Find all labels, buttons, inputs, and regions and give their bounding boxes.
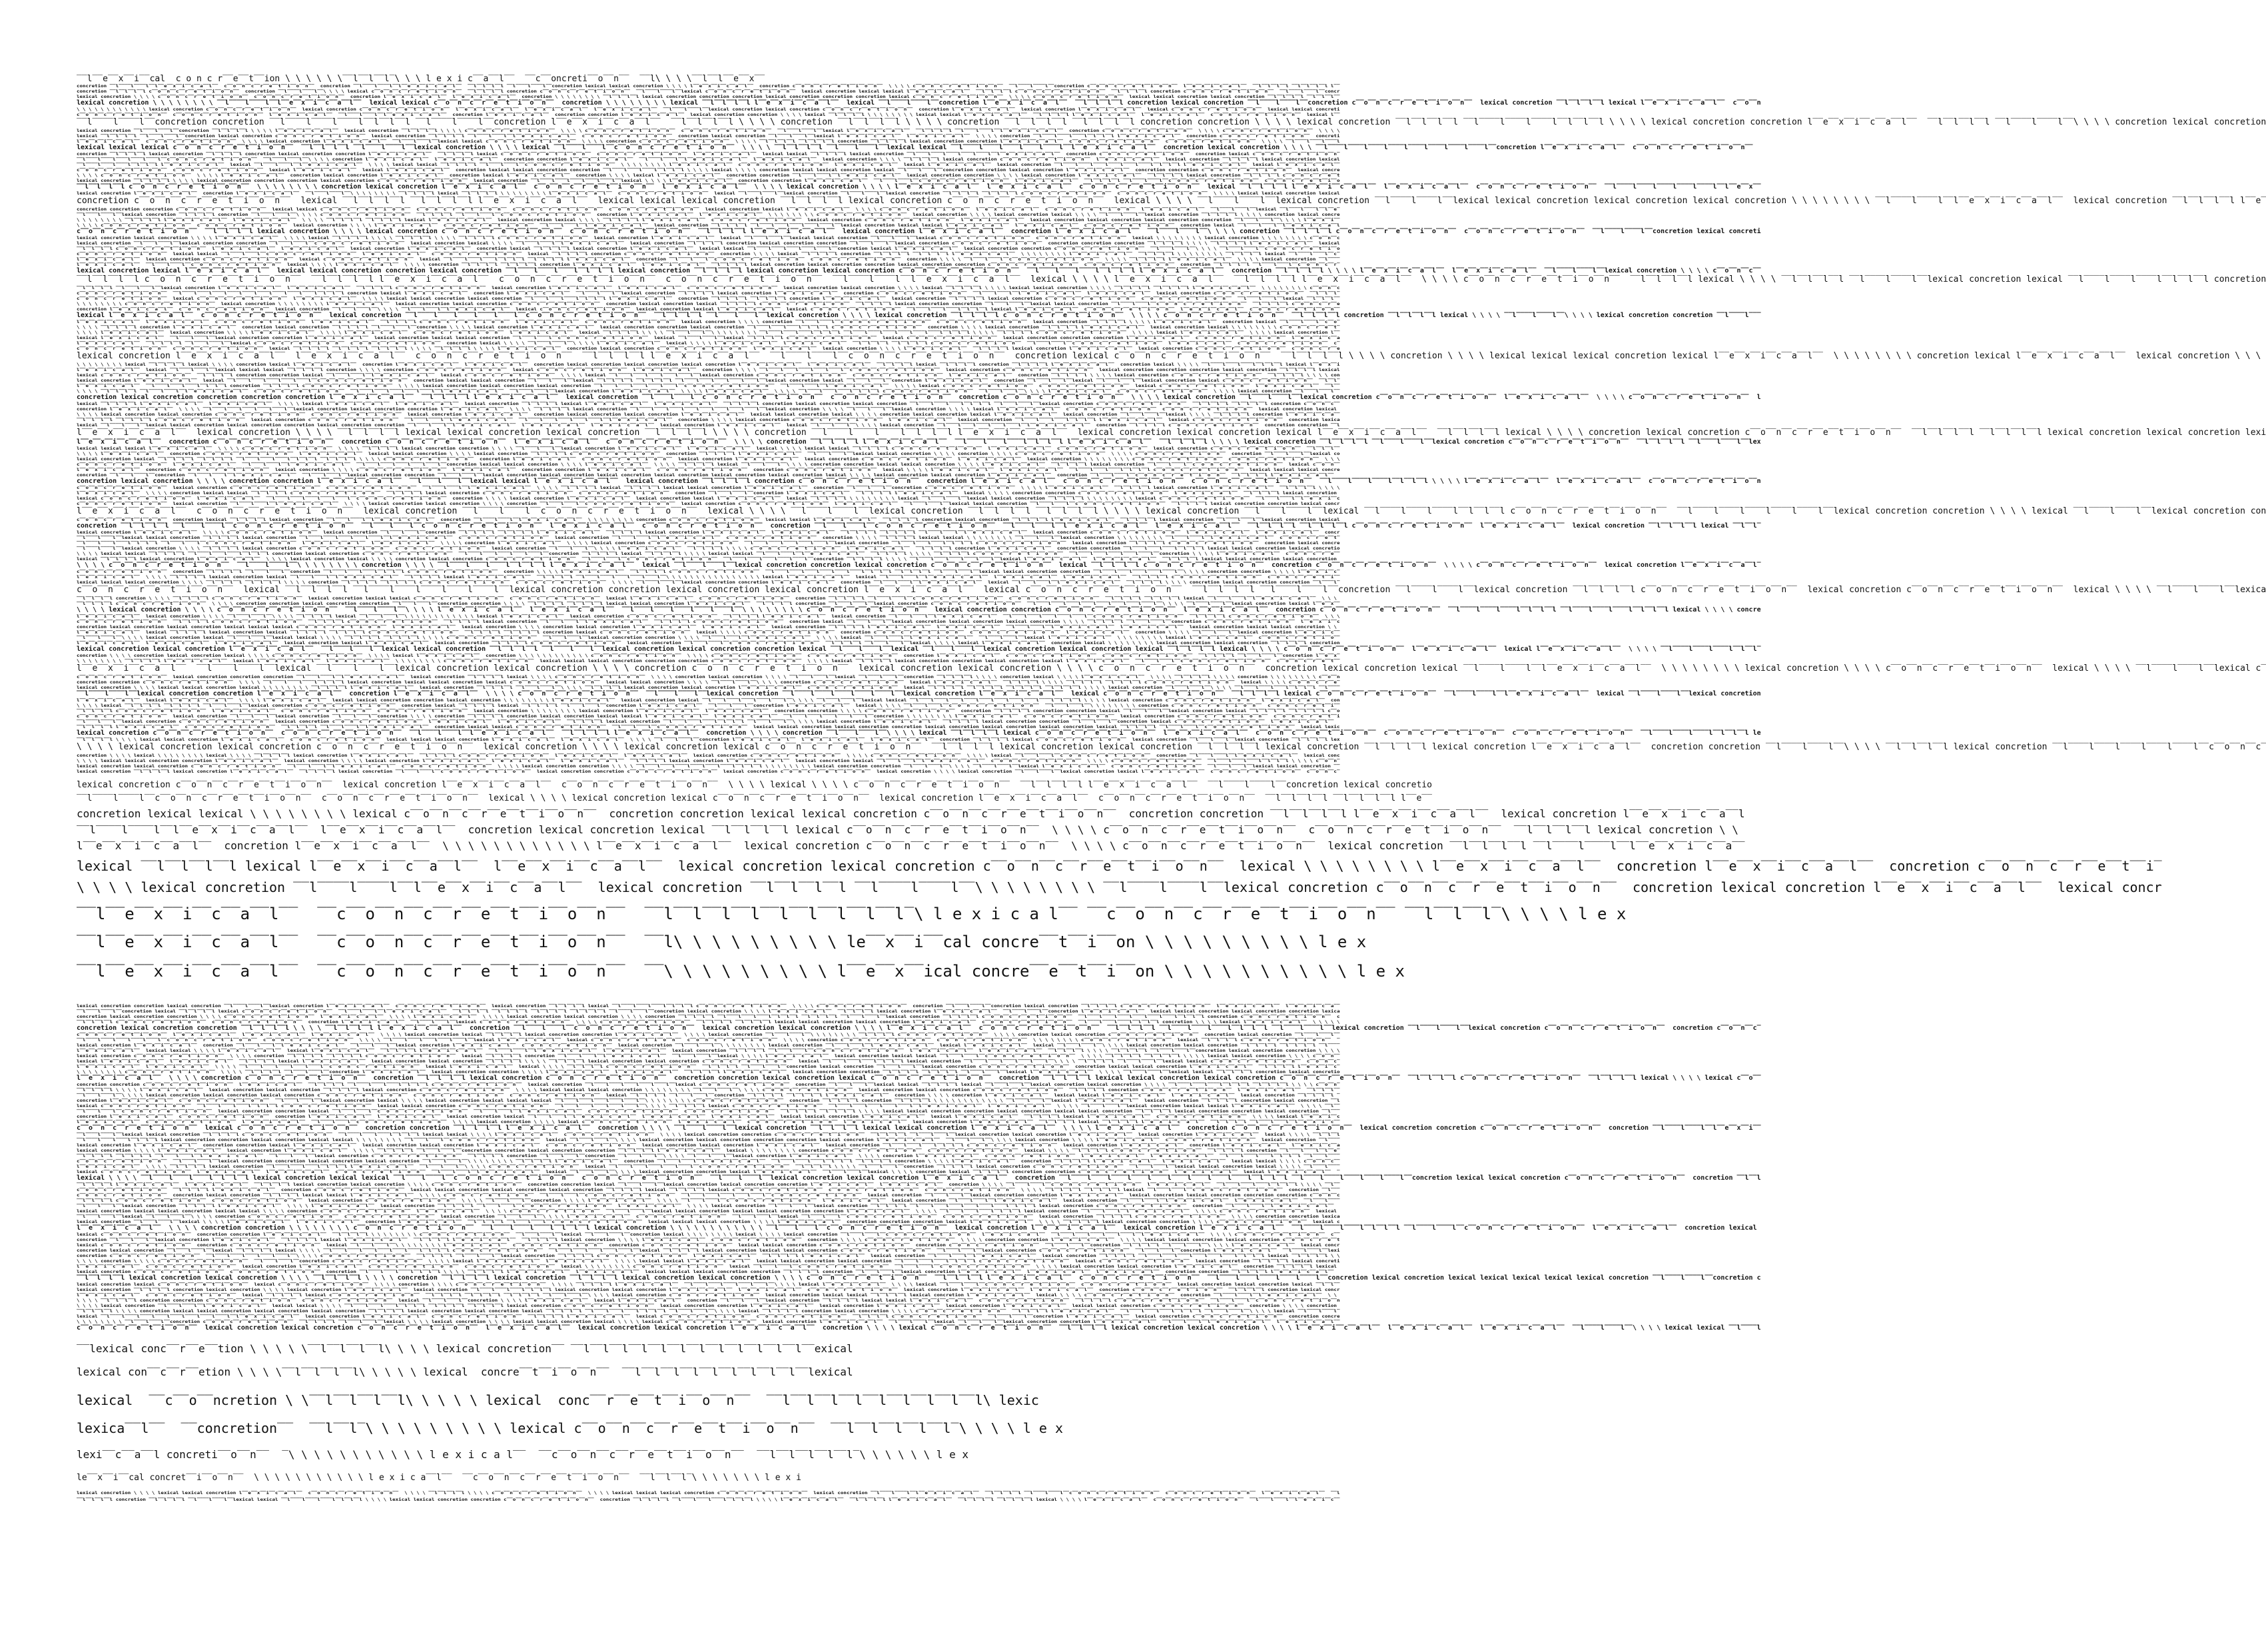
texture-row-lower: \ \ \ \ \ \ \ \ ‾‾l‾‾‾‾l‾‾‾‾l‾‾concretion c‾‾o‾‾n‾‾c‾‾r‾‾e‾‾t‾‾i‾‾o‾‾n‾‾ ‾‾l‾‾l‾‾l‾‾l ‾‾l‾‾‾‾l‾‾‾‾l‾‾lexical \ \ \ \ lexical concretion \ \ \ \ lexical lexical concretion lexical \ \ \ \ lexical c‾‾o‾‾n‾‾c‾‾r‾‾e‾‾t‾‾i‾‾o‾‾n‾‾ lexical concretion l‾‾e‾‾x‾‾i‾‾c‾‾a‾‾l‾‾ ‾‾l‾‾‾‾l‾‾‾‾l‾‾lexical ‾‾l‾‾‾‾l‾‾‾‾l‾‾lexical concretion concretion l‾‾e‾‾x‾‾i‾‾c‾‾a‾‾l‾‾ ‾‾l‾‾‾‾l‾‾‾‾l‾‾l‾‾e‾‾x‾‾i‾‾c‾‾a‾‾l‾‾ l‾‾e‾‾x‾‾i‾‾c‾‾a‾‾l‾‾ [77, 1319, 1340, 1324]
texture-row-lower: l‾‾e‾‾x‾‾i‾‾c‾‾a‾‾l‾‾ lexical lexical \ \ \ \ l‾‾e‾‾x‾‾i‾‾c‾‾a‾‾l‾‾ lexical l‾‾e‾‾x‾‾i‾‾c‾‾a‾‾l‾‾ ‾‾l‾‾l‾‾l‾‾l l‾‾e‾‾x‾‾i‾‾c‾‾a‾‾l‾‾ ‾‾l‾‾‾‾l‾‾‾‾l‾‾l‾‾e‾‾x‾‾i‾‾c‾‾a‾‾l‾‾ l‾‾e‾‾x‾‾i‾‾c‾‾a‾‾l‾‾ lexical concretion ‾‾l‾‾l‾‾l‾‾l ‾‾l‾‾‾‾l‾‾‾‾l‾‾c‾‾o‾‾n‾‾c‾‾r‾‾e‾‾t‾‾i‾‾o‾‾n‾‾ l‾‾e‾‾x‾‾i‾‾c‾‾a‾‾l‾‾ l‾‾e‾‾x‾‾i‾‾c‾‾a‾‾l‾‾ ‾‾l‾‾l‾‾l‾‾l \ \ \ \ ‾‾l‾‾l‾‾l‾‾l ‾‾l‾‾‾‾l‾‾‾‾l‾‾concretion lexical concretion concretion \ \ \ \ [77, 1048, 1340, 1053]
texture-row-lower: lexical c‾‾o‾‾n‾‾c‾‾r‾‾e‾‾t‾‾i‾‾o‾‾n‾‾ concretion concretion l‾‾e‾‾x‾‾i‾‾c‾‾a‾‾l‾‾ ‾‾l‾‾l‾‾l‾‾l \ \ \ \ \ \ \ \ c‾‾o‾‾n‾‾c‾‾r‾‾e‾‾t‾‾i‾‾o‾‾n‾‾ ‾‾l‾‾‾‾l‾‾‾‾l‾‾lexical ‾‾l‾‾‾‾l‾‾‾‾l‾‾concretion lexical \ \ \ \ \ \ \ \ lexical \ \ \ \ lexical concretion ‾‾l‾‾‾‾l‾‾‾‾l‾‾c‾‾o‾‾n‾‾c‾‾r‾‾e‾‾t‾‾i‾‾o‾‾n‾‾ l‾‾e‾‾x‾‾i‾‾c‾‾a‾‾l‾‾ ‾‾l‾‾‾‾l‾‾‾‾l‾‾‾‾l‾‾‾‾l‾‾‾‾l‾‾l‾‾e‾‾x‾‾i‾‾c‾‾a‾‾l‾‾ \ \ \ \ c‾‾o‾‾n‾‾c‾‾r‾‾e‾‾t‾‾i‾‾o‾‾n‾‾ c‾‾ [77, 1232, 1340, 1237]
texture-row: \ \ \ \ ‾‾l‾‾l‾‾l‾‾l concretion l‾‾e‾‾x‾‾i‾‾c‾‾a‾‾l‾‾ concretion lexical concretion ‾‾l‾‾l‾‾l‾‾l ‾‾l‾‾‾‾l‾‾‾‾l‾‾concretion \ \ \ \ lexical concretion l‾‾e‾‾x‾‾i‾‾c‾‾a‾‾l‾‾ lexical concretion concretion lexical concretion ‾‾l‾‾‾‾l‾‾‾‾l‾‾‾‾l‾‾l‾‾l‾‾l c‾‾o‾‾n‾‾c‾‾r‾‾e‾‾t‾‾i‾‾o‾‾n‾‾ concretion \ \ \ \ lexical concretion ‾‾l‾‾l‾‾l‾‾l l‾‾e‾‾x‾‾i‾‾c‾‾a‾‾l‾‾ lexical concretion lexical \ \ \ \ \ \ \ \ c‾‾o‾‾n‾‾c‾‾r‾‾e‾‾t‾ [77, 324, 1340, 330]
texture-row: concretion lexical concretion \ \ \ \ concretion concretion l‾‾e‾‾x‾‾i‾‾c‾‾a‾‾l‾‾ ‾‾l‾‾‾‾l‾‾‾‾l‾‾lexical lexical l‾‾e‾‾x‾‾i‾‾c‾‾a‾‾l‾‾ lexical concretion ‾‾l‾‾l‾‾l‾‾l concretion c‾‾o‾‾n‾‾c‾‾r‾‾e‾‾t‾‾i‾‾o‾‾n‾‾ concretion l‾‾e‾‾x‾‾i‾‾c‾‾a‾‾l‾‾ c‾‾o‾‾n‾‾c‾‾r‾‾e‾‾t‾‾i‾‾o‾‾n‾‾ c‾‾o‾‾n‾‾c‾‾r‾‾e‾‾t‾‾i‾‾o‾‾n‾‾ ‾‾l‾‾‾‾l‾‾‾‾l‾‾‾‾l‾‾l‾‾l‾‾l \ \ \ \ l‾‾e‾‾x‾‾i‾‾c‾‾a‾‾l‾‾ l‾‾e‾‾x‾‾i‾‾c‾‾a‾‾l‾‾ c‾‾o‾‾n‾‾c‾‾r‾‾e‾‾t‾‾i‾‾o‾‾n [77, 478, 1761, 485]
texture-row-lower: \ \ \ \ concretion \ \ \ \ c‾‾o‾‾n‾‾c‾‾r‾‾e‾‾t‾‾i‾‾o‾‾n‾‾ ‾‾l‾‾‾‾l‾‾‾‾l‾‾concretion c‾‾o‾‾n‾‾c‾‾r‾‾e‾‾t‾‾i‾‾o‾‾n‾‾ \ \ \ \ lexical l‾‾e‾‾x‾‾i‾‾c‾‾a‾‾l‾‾ l‾‾e‾‾x‾‾i‾‾c‾‾a‾‾l‾‾ \ \ \ \ lexical lexical l‾‾e‾‾x‾‾i‾‾c‾‾a‾‾l‾‾ lexical lexical concretion lexical concretion ‾‾l‾‾‾‾l‾‾‾‾l‾‾‾‾l‾‾l‾‾l‾‾l c‾‾o‾‾n‾‾c‾‾r‾‾e‾‾t‾‾i‾‾o‾‾n‾‾ lexical c‾‾o‾‾n‾‾c‾‾r‾‾e‾‾t‾‾i‾‾o‾‾n‾‾ lexical concretion ‾‾l‾‾l‾‾l‾‾l lexical concreti [77, 1258, 1340, 1264]
texture-row: lexical concretion c‾‾o‾‾n‾‾c‾‾r‾‾e‾‾t‾‾i‾‾o‾‾n‾‾ c‾‾o‾‾n‾‾c‾‾r‾‾e‾‾t‾‾i‾‾o‾‾n‾‾ ‾‾l‾‾‾‾l‾‾‾‾l‾‾l‾‾e‾‾x‾‾i‾‾c‾‾a‾‾l‾‾ ‾‾l‾‾l‾‾l‾‾l l‾‾e‾‾x‾‾i‾‾c‾‾a‾‾l‾‾ concretion \ \ \ \ concretion ‾‾l‾‾‾‾l‾‾‾‾l‾‾\ \ \ \ lexical ‾‾l‾‾l‾‾l‾‾l lexical c‾‾o‾‾n‾‾c‾‾r‾‾e‾‾t‾‾i‾‾o‾‾n‾‾ l‾‾e‾‾x‾‾i‾‾c‾‾a‾‾l‾‾ c‾‾o‾‾n‾‾c‾‾r‾‾e‾‾t‾‾i‾‾o‾‾n‾‾ c‾‾o‾‾n‾‾c‾‾r‾‾e‾‾t‾‾i‾‾o‾‾n‾‾ c‾‾o‾‾n‾‾c‾‾r‾‾e‾‾t‾‾i‾‾o‾‾n‾‾ ‾‾l‾‾‾‾l‾‾‾‾l‾‾‾‾l‾‾l‾‾l‾‾l le [77, 729, 1761, 737]
footer-line-5: lexi‾‾c‾‾a‾‾l concreti‾‾o‾‾n‾‾ ‾\ \ \ \ \ \ \ \ \ \ \ l e x i c a l‾‾ ‾‾c‾‾o‾‾n‾‾c‾‾r‾‾e‾‾t‾‾i‾‾o‾‾n‾‾ ‾‾l‾‾l‾‾l‾‾l‾‾l‾\ \ \ \ \ \ l e x [77, 1448, 968, 1461]
texture-row: ‾‾l‾‾‾‾l‾‾‾‾l‾‾concretion concretion ‾‾l‾‾‾‾l‾‾‾‾l‾‾‾‾l‾‾l‾‾l‾‾l ‾‾l‾‾‾‾l‾‾‾‾l‾‾concretion l‾‾e‾‾x‾‾i‾‾c‾‾a‾‾l‾‾ ‾‾l‾‾l‾‾l‾‾l \ \ \ \ concretion ‾‾l‾‾l‾‾l‾‾l \ \ \ \ concretion ‾‾l‾‾l‾‾l‾‾l ‾‾l‾‾l‾‾l‾‾l concretion concretion \ \ \ \ lexical concretion ‾‾l‾‾l‾‾l‾‾l ‾‾l‾‾‾‾l‾‾‾‾l‾‾‾‾l‾‾l‾‾l‾‾l \ \ \ \ lexical concretion concretion l‾‾e‾‾x‾‾i‾‾c‾‾a‾‾l‾‾ ‾‾l‾‾l‾‾l‾‾l ‾‾l‾‾‾‾l‾‾‾‾l‾‾\ \ \ \ concretion lexical concretion [77, 117, 2266, 127]
texture-row: lexical concretion lexical concretion \ \ \ \ l‾‾e‾‾x‾‾i‾‾c‾‾a‾‾l‾‾ \ \ \ \ lexical ‾‾l‾‾l‾‾l‾‾l \ \ \ \ ‾‾l‾‾l‾‾l‾‾l \ \ \ \ ‾‾l‾‾l‾‾l‾‾l c‾‾o‾‾n‾‾c‾‾r‾‾e‾‾t‾‾i‾‾o‾‾n‾‾ lexical concretion l‾‾e‾‾x‾‾i‾‾c‾‾a‾‾l‾‾ lexical ‾‾l‾‾‾‾l‾‾‾‾l‾‾lexical lexical concretion ‾‾l‾‾‾‾l‾‾‾‾l‾‾lexical c‾‾o‾‾n‾‾c‾‾r‾‾e‾‾t‾‾i‾‾o‾‾n‾‾ c‾‾o‾‾n‾‾c‾‾r‾‾e‾‾t‾‾i‾‾o‾‾n‾‾ lexical \ \ \ \ \ \ \ \ lexical concretion \ \ \ \ \ \ \ \ c‾‾o‾‾n‾‾c [77, 235, 1340, 240]
texture-row: c‾‾o‾‾n‾‾c‾‾r‾‾e‾‾t‾‾i‾‾o‾‾n‾‾ lexical concretion c‾‾o‾‾n‾‾c‾‾r‾‾e‾‾t‾‾i‾‾o‾‾n‾‾ c‾‾o‾‾n‾‾c‾‾r‾‾e‾‾t‾‾i‾‾o‾‾n‾‾ ‾‾l‾‾‾‾l‾‾‾‾l‾‾l‾‾e‾‾x‾‾i‾‾c‾‾a‾‾l‾‾ \ \ \ \ ‾‾l‾‾l‾‾l‾‾l lexical ‾‾l‾‾l‾‾l‾‾l lexical lexical concretion l‾‾e‾‾x‾‾i‾‾c‾‾a‾‾l‾‾ concretion ‾‾l‾‾‾‾l‾‾‾‾l‾‾concretion c‾‾o‾‾n‾‾c‾‾r‾‾e‾‾t‾‾i‾‾o‾‾n‾‾ \ \ \ \ l‾‾e‾‾x‾‾i‾‾c‾‾a‾‾l‾‾ ‾‾l‾‾l‾‾l‾‾l lexical concretion l‾‾e‾‾x‾‾i‾‾c‾‾a‾‾l‾‾ ‾‾l‾‾l‾‾l‾‾l \ \ \ \ [77, 485, 1340, 490]
texture-row: l‾‾e‾‾x‾‾i‾‾c‾‾a‾‾l‾‾ ‾‾l‾‾‾‾l‾‾‾‾l‾‾c‾‾o‾‾n‾‾c‾‾r‾‾e‾‾t‾‾i‾‾o‾‾n‾‾ lexical \ \ \ \ l‾‾e‾‾x‾‾i‾‾c‾‾a‾‾l‾‾ \ \ \ \ concretion ‾‾l‾‾l‾‾l‾‾l ‾‾l‾‾l‾‾l‾‾l concretion l‾‾e‾‾x‾‾i‾‾c‾‾a‾‾l‾‾ l‾‾e‾‾x‾‾i‾‾c‾‾a‾‾l‾‾ ‾‾l‾‾l‾‾l‾‾l lexical concretion lexical concretion concretion lexical concretion concretion c‾‾o‾‾n‾‾c‾‾r‾‾e‾‾t‾‾i‾‾o‾‾n‾‾ c‾‾o‾‾n‾‾c‾‾r‾‾e‾‾t‾‾i‾‾o‾‾n‾‾ concretion ‾‾l‾‾l‾‾l‾‾l ‾‾l‾‾‾‾l‾‾‾‾l‾‾c‾‾o‾‾n‾‾c‾‾r‾ [77, 262, 1340, 267]
texture-row: concretion ‾‾l‾‾‾‾l‾‾‾‾l‾‾concretion ‾‾l‾‾‾‾l‾‾‾‾l‾‾l‾‾e‾‾x‾‾i‾‾c‾‾a‾‾l‾‾ ‾‾l‾‾‾‾l‾‾‾‾l‾‾lexical concretion concretion ‾‾l‾‾‾‾l‾‾‾‾l‾‾lexical concretion lexical concretion lexical concretion lexical concretion lexical concretion lexical concretion lexical \ \ \ \ lexical concretion lexical concretion l‾‾e‾‾x‾‾i‾‾c‾‾a‾‾l‾‾ concretion ‾‾l‾‾‾‾l‾‾‾‾l‾‾c‾‾o‾‾n‾‾c‾‾r‾‾e‾‾t‾‾i‾‾o‾‾n‾‾ ‾‾l‾‾l‾‾l‾‾l l‾‾e‾‾x‾‾i‾‾c‾‾a‾‾l‾‾ [77, 472, 1340, 478]
texture-row: c‾‾o‾‾n‾‾c‾‾r‾‾e‾‾t‾‾i‾‾o‾‾n‾‾ lexical concretion ‾‾l‾‾‾‾l‾‾‾‾l‾‾l‾‾e‾‾x‾‾i‾‾c‾‾a‾‾l‾‾ \ \ \ \ lexical concretion lexical concretion \ \ \ \ concretion ‾‾l‾‾‾‾l‾‾‾‾l‾‾c‾‾o‾‾n‾‾c‾‾r‾‾e‾‾t‾‾i‾‾o‾‾n‾‾ lexical concretion c‾‾o‾‾n‾‾c‾‾r‾‾e‾‾t‾‾i‾‾o‾‾n‾‾ l‾‾e‾‾x‾‾i‾‾c‾‾a‾‾l‾‾ ‾‾l‾‾‾‾l‾‾‾‾l‾‾lexical lexical concretion ‾‾l‾‾‾‾l‾‾‾‾l‾‾c‾‾o‾‾n‾‾c‾‾r‾‾e‾‾t‾‾i‾‾o‾‾n‾‾ ‾‾l‾‾l‾‾l‾‾l lexical concretion concretion lexical concr [77, 501, 1340, 506]
texture-row-lower: c‾‾o‾‾n‾‾c‾‾r‾‾e‾‾t‾‾i‾‾o‾‾n‾‾ concretion lexical concretion ‾‾l‾‾l‾‾l‾‾l lexical lexical l‾‾e‾‾x‾‾i‾‾c‾‾a‾‾l‾‾ \ \ \ \ c‾‾o‾‾n‾‾c‾‾r‾‾e‾‾t‾‾i‾‾o‾‾n‾‾ ‾‾l‾‾‾‾l‾‾‾‾l‾‾c‾‾o‾‾n‾‾c‾‾r‾‾e‾‾t‾‾i‾‾o‾‾n‾‾ ‾‾l‾‾‾‾l‾‾‾‾l‾‾‾‾l‾‾‾‾l‾‾‾‾l‾‾c‾‾o‾‾n‾‾c‾‾r‾‾e‾‾t‾‾i‾‾o‾‾n‾‾ lexical concretion ‾‾l‾‾‾‾l‾‾‾‾l‾‾lexical concretion concretion l‾‾e‾‾x‾‾i‾‾c‾‾a‾‾l‾‾ lexical concretion lexical concretion concretion concretion c‾‾o‾‾n‾‾c [77, 1192, 1340, 1198]
texture-row: lexical concretion lexical l‾‾e‾‾x‾‾i‾‾c‾‾a‾‾l‾‾ lexical lexical concretion concretion lexical concretion ‾‾l‾‾‾‾l‾‾‾‾l‾‾‾‾l‾‾l‾‾l‾‾l lexical concretion ‾‾l‾‾l‾‾l‾‾l lexical concretion lexical concretion c‾‾o‾‾n‾‾c‾‾r‾‾e‾‾t‾‾i‾‾o‾‾n‾‾ ‾‾l‾‾‾‾l‾‾‾‾l‾‾‾‾l‾‾l‾‾l‾‾l l‾‾e‾‾x‾‾i‾‾c‾‾a‾‾l‾‾ concretion ‾‾l‾‾l‾‾l‾‾l \ \ \ \ l‾‾e‾‾x‾‾i‾‾c‾‾a‾‾l‾‾ l‾‾e‾‾x‾‾i‾‾c‾‾a‾‾l‾‾ ‾‾l‾‾‾‾l‾‾‾‾l‾‾lexical concretion \ \ \ \ c‾‾o‾‾n‾‾c‾‾ [77, 267, 1761, 274]
texture-row-lower: c‾‾o‾‾n‾‾c‾‾r‾‾e‾‾t‾‾i‾‾o‾‾n‾‾ lexical c‾‾o‾‾n‾‾c‾‾r‾‾e‾‾t‾‾i‾‾o‾‾n‾‾ concretion concretion ‾‾l‾‾l‾‾l‾‾l l‾‾e‾‾x‾‾i‾‾c‾‾a‾‾l‾‾ concretion \ \ \ \ ‾‾l‾‾‾‾l‾‾‾‾l‾‾lexical concretion ‾‾l‾‾l‾‾l‾‾l lexical lexical concretion l‾‾e‾‾x‾‾i‾‾c‾‾a‾‾l‾‾ \ \ \ \ l‾‾e‾‾x‾‾i‾‾c‾‾a‾‾l‾‾ concretion c‾‾o‾‾n‾‾c‾‾r‾‾e‾‾t‾‾i‾‾o‾‾n‾‾ lexical concretion concretion c‾‾o‾‾n‾‾c‾‾r‾‾e‾‾t‾‾i‾‾o‾‾n‾‾ concretion ‾‾l‾‾‾‾l‾‾‾‾l‾‾l‾‾e‾‾x‾‾i‾‾ [77, 1124, 1761, 1132]
texture-row: lexical concretion \ \ \ \ c‾‾o‾‾n‾‾c‾‾r‾‾e‾‾t‾‾i‾‾o‾‾n‾‾ c‾‾o‾‾n‾‾c‾‾r‾‾e‾‾t‾‾i‾‾o‾‾n‾‾ concretion l‾‾e‾‾x‾‾i‾‾c‾‾a‾‾l‾‾ l‾‾e‾‾x‾‾i‾‾c‾‾a‾‾l‾‾ concretion \ \ \ \ \ \ \ \ ‾‾l‾‾l‾‾l‾‾l lexical concretion concretion concretion lexical concretion concretion concretion lexical c‾‾o‾‾n‾‾c‾‾r‾‾e‾‾t‾‾i‾‾o‾‾n‾‾ \ \ \ \ c‾‾o‾‾n‾‾c‾‾r‾‾e‾‾t‾‾i‾‾o‾‾n‾‾ lexical lexical concretion lexical concretion ‾‾l‾‾l‾‾l‾‾l ‾‾l‾‾l‾‾l‾‾ [77, 94, 1340, 99]
transition-row: concretion lexical lexical \ \ \ \ \ \ \ \ lexical c‾‾o‾‾n‾‾c‾‾r‾‾e‾‾t‾‾i‾‾o‾‾n‾‾ concretion concretion lexical lexical concretion c‾‾o‾‾n‾‾c‾‾r‾‾e‾‾t‾‾i‾‾o‾‾n‾‾ concretion concretion ‾‾l‾‾l‾‾l‾‾l l‾‾e‾‾x‾‾i‾‾c‾‾a‾‾l‾‾ lexical concretion l‾‾e‾‾x‾‾i‾‾c‾‾a‾‾l [77, 807, 1745, 820]
texture-row: c‾‾o‾‾n‾‾c‾‾r‾‾e‾‾t‾‾i‾‾o‾‾n‾‾ c‾‾o‾‾n‾‾c‾‾r‾‾e‾‾t‾‾i‾‾o‾‾n‾‾ l‾‾e‾‾x‾‾i‾‾c‾‾a‾‾l‾‾ ‾‾l‾‾‾‾l‾‾‾‾l‾‾l‾‾e‾‾x‾‾i‾‾c‾‾a‾‾l‾‾ concretion l‾‾e‾‾x‾‾i‾‾c‾‾a‾‾l‾‾ concretion concretion l‾‾e‾‾x‾‾i‾‾c‾‾a‾‾l‾‾ lexical concretion concretion \ \ \ \ lexical ‾‾l‾‾l‾‾l‾‾l \ \ \ \ \ \ \ \ lexical lexical l‾‾e‾‾x‾‾i‾‾c‾‾a‾‾l‾‾ ‾‾l‾‾l‾‾l‾‾l l‾‾e‾‾x‾‾i‾‾c‾‾a‾‾l‾‾ l‾‾e‾‾x‾‾i‾‾c‾‾a‾‾l‾‾ c‾‾o‾‾n‾‾c‾‾r‾‾e‾‾t‾‾i‾‾o‾‾n‾‾ lexical l‾‾ [77, 112, 1340, 117]
texture-row-lower: c‾‾o‾‾n‾‾c‾‾r‾‾e‾‾t‾‾i‾‾o‾‾n‾‾ ‾‾l‾‾‾‾l‾‾‾‾l‾‾lexical concretion concretion lexical concretion lexical concretion ‾‾l‾‾‾‾l‾‾‾‾l‾‾\ \ \ \ \ \ \ \ ‾‾l‾‾l‾‾l‾‾l l‾‾e‾‾x‾‾i‾‾c‾‾a‾‾l‾‾ concretion ‾‾l‾‾‾‾l‾‾‾‾l‾‾l‾‾e‾‾x‾‾i‾‾c‾‾a‾‾l‾‾ ‾‾l‾‾‾‾l‾‾‾‾l‾‾‾‾l‾‾l‾‾l‾‾l ‾‾l‾‾l‾‾l‾‾l concretion \ \ \ \ l‾‾e‾‾x‾‾i‾‾c‾‾a‾‾l‾‾ concretion ‾‾l‾‾l‾‾l‾‾l l‾‾e‾‾x‾‾i‾‾c‾‾a‾‾l‾‾ l‾‾e‾‾x‾‾i‾‾c‾‾a‾‾l‾‾ lexical lexical \ \ \ \ c‾‾o‾‾n‾‾c‾‾ [77, 1158, 1340, 1164]
texture-row: lexical concretion lexical ‾‾l‾‾l‾‾l‾‾l ‾‾l‾‾l‾‾l‾‾l ‾‾l‾‾‾‾l‾‾‾‾l‾‾‾‾l‾‾l‾‾l‾‾l ‾‾l‾‾l‾‾l‾‾l \ \ \ \ c‾‾o‾‾n‾‾c‾‾r‾‾e‾‾t‾‾i‾‾o‾‾n‾‾ concretion l‾‾e‾‾x‾‾i‾‾c‾‾a‾‾l‾‾ c‾‾o‾‾n‾‾c‾‾r‾‾e‾‾t‾‾i‾‾o‾‾n‾‾ lexical concretion l‾‾e‾‾x‾‾i‾‾c‾‾a‾‾l‾‾ lexical concretion c‾‾o‾‾n‾‾c‾‾r‾‾e‾‾t‾‾i‾‾o‾‾n‾‾ l‾‾e‾‾x‾‾i‾‾c‾‾a‾‾l‾‾ lexical concretion \ \ \ \ \ \ \ \ c‾‾o‾‾n‾‾c‾‾r‾‾e‾‾t‾‾i‾‾o‾‾n‾‾ c‾‾o‾‾n‾‾c‾‾r‾‾e‾‾t‾‾i‾‾o‾‾n‾‾ \ \ \ [77, 456, 1340, 462]
texture-row: lexical concretion l‾‾e‾‾x‾‾i‾‾c‾‾a‾‾l‾‾ lexical ‾‾l‾‾‾‾l‾‾‾‾l‾‾‾‾l‾‾‾‾l‾‾‾‾l‾‾c‾‾o‾‾n‾‾c‾‾r‾‾e‾‾t‾‾i‾‾o‾‾n‾‾ concretion lexical lexical concretion ‾‾l‾‾‾‾l‾‾‾‾l‾‾lexical ‾‾l‾‾l‾‾l‾‾l ‾‾l‾‾l‾‾l‾‾l ‾‾l‾‾‾‾l‾‾‾‾l‾‾‾‾l‾‾‾‾l‾‾‾‾l‾‾lexical concretion lexical ‾‾l‾‾‾‾l‾‾‾‾l‾‾concretion l‾‾e‾‾x‾‾i‾‾c‾‾a‾‾l‾‾ concretion ‾‾l‾‾‾‾l‾‾‾‾l‾‾lexical ‾‾l‾‾‾‾l‾‾‾‾l‾‾lexical concretion lexical c‾‾o‾‾n‾‾c‾‾r‾‾e‾‾t‾‾i‾‾o‾‾n‾‾ ‾‾l‾‾l‾ [77, 378, 1340, 383]
texture-row: concretion \ \ \ \ concretion lexical concretion lexical \ \ \ \ c‾‾o‾‾n‾‾c‾‾r‾‾e‾‾t‾‾i‾‾o‾‾n‾‾ \ \ \ \ lexical l‾‾e‾‾x‾‾i‾‾c‾‾a‾‾l‾‾ concretion \ \ \ \ \ \ \ \ \ \ \ \ c‾‾o‾‾n‾‾c‾‾r‾‾e‾‾t‾‾i‾‾o‾‾n‾‾ \ \ \ \ c‾‾o‾‾n‾‾c‾‾r‾‾e‾‾t‾‾i‾‾o‾‾n‾‾ c‾‾o‾‾n‾‾c‾‾r‾‾e‾‾t‾‾i‾‾o‾‾n‾‾ concretion l‾‾e‾‾x‾‾i‾‾c‾‾a‾‾l‾‾ c‾‾o‾‾n‾‾c‾‾r‾‾e‾‾t‾‾i‾‾o‾‾n‾‾ c‾‾o‾‾n‾‾c‾‾r‾‾e‾‾t‾‾i‾‾o‾‾n‾‾ ‾‾l‾‾l‾‾l‾‾l ‾‾l‾‾‾‾l‾‾‾‾l‾‾concretion l‾‾e‾‾x‾ [77, 653, 1340, 658]
texture-row: l‾‾e‾‾x‾‾i‾‾c‾‾a‾‾l‾‾ concretion c‾‾o‾‾n‾‾c‾‾r‾‾e‾‾t‾‾i‾‾o‾‾n‾‾ lexical concretion \ \ \ \ c‾‾o‾‾n‾‾c‾‾r‾‾e‾‾t‾‾i‾‾o‾‾n‾‾ l‾‾e‾‾x‾‾i‾‾c‾‾a‾‾l‾‾ concretion concretion l‾‾e‾‾x‾‾i‾‾c‾‾a‾‾l‾‾ c‾‾o‾‾n‾‾c‾‾r‾‾e‾‾t‾‾i‾‾o‾‾n‾‾ concretion c‾‾o‾‾n‾‾c‾‾r‾‾e‾‾t‾‾i‾‾o‾‾n‾‾ lexical \ \ \ \ l‾‾e‾‾x‾‾i‾‾c‾‾a‾‾l‾‾ l‾‾e‾‾x‾‾i‾‾c‾‾a‾‾l‾‾ ‾‾l‾‾‾‾l‾‾‾‾l‾‾‾‾l‾‾l‾‾l‾‾l c‾‾o‾‾n‾‾c‾‾r‾‾e‾‾t‾‾i‾‾o‾‾n‾‾ lexical lexical lexical concre [77, 467, 1340, 472]
texture-row: lexical c‾‾o‾‾n‾‾c‾‾r‾‾e‾‾t‾‾i‾‾o‾‾n‾‾ ‾‾l‾‾l‾‾l‾‾l concretion concretion lexical ‾‾l‾‾‾‾l‾‾‾‾l‾‾l‾‾e‾‾x‾‾i‾‾c‾‾a‾‾l‾‾ lexical c‾‾o‾‾n‾‾c‾‾r‾‾e‾‾t‾‾i‾‾o‾‾n‾‾ \ \ \ \ lexical ‾‾l‾‾‾‾l‾‾‾‾l‾‾‾‾l‾‾‾‾l‾‾‾‾l‾‾lexical concretion c‾‾o‾‾n‾‾c‾‾r‾‾e‾‾t‾‾i‾‾o‾‾n‾‾ c‾‾o‾‾n‾‾c‾‾r‾‾e‾‾t‾‾i‾‾o‾‾n‾‾ l‾‾e‾‾x‾‾i‾‾c‾‾a‾‾l‾‾ concretion ‾‾l‾‾l‾‾l‾‾l \ \ \ \ lexical concretion c‾‾o‾‾n‾‾c‾‾r‾‾e‾‾t‾‾i‾‾o‾‾n‾‾ ‾‾l‾‾l‾‾l‾‾l \ \ \ \ con [77, 372, 1340, 378]
texture-row: \ \ \ \ c‾‾o‾‾n‾‾c‾‾r‾‾e‾‾t‾‾i‾‾o‾‾n‾‾ c‾‾o‾‾n‾‾c‾‾r‾‾e‾‾t‾‾i‾‾o‾‾n‾‾ lexical concretion \ \ \ \ l‾‾e‾‾x‾‾i‾‾c‾‾a‾‾l‾‾ c‾‾o‾‾n‾‾c‾‾r‾‾e‾‾t‾‾i‾‾o‾‾n‾‾ ‾‾l‾‾‾‾l‾‾‾‾l‾‾l‾‾e‾‾x‾‾i‾‾c‾‾a‾‾l‾‾ lexical concretion ‾‾l‾‾l‾‾l‾‾l ‾‾l‾‾‾‾l‾‾‾‾l‾‾‾‾l‾‾‾‾l‾‾‾‾l‾‾lexical concretion lexical lexical l‾‾e‾‾x‾‾i‾‾c‾‾a‾‾l‾‾ l‾‾e‾‾x‾‾i‾‾c‾‾a‾‾l‾‾ c‾‾o‾‾n‾‾c‾‾r‾‾e‾‾t‾‾i‾‾o‾‾n‾‾ concretion lexical ‾‾l‾‾‾‾l‾‾‾‾l‾‾l‾‾e‾‾x‾‾i‾‾c‾‾a‾‾l [77, 222, 1340, 228]
texture-row: c‾‾o‾‾n‾‾c‾‾r‾‾e‾‾t‾‾i‾‾o‾‾n‾‾ l‾‾e‾‾x‾‾i‾‾c‾‾a‾‾l‾‾ ‾‾l‾‾‾‾l‾‾‾‾l‾‾l‾‾e‾‾x‾‾i‾‾c‾‾a‾‾l‾‾ ‾‾l‾‾‾‾l‾‾‾‾l‾‾‾‾l‾‾‾‾l‾‾‾‾l‾‾concretion lexical lexical concretion \ \ \ \ l‾‾e‾‾x‾‾i‾‾c‾‾a‾‾l‾‾ \ \ \ \ ‾‾l‾‾l‾‾l‾‾l lexical ‾‾l‾‾‾‾l‾‾‾‾l‾‾\ \ \ \ concretion concretion lexical lexical concretion \ \ \ \ l‾‾e‾‾x‾‾i‾‾c‾‾a‾‾l‾‾ ‾‾l‾‾l‾‾l‾‾l lexical concretion ‾‾l‾‾‾‾l‾‾‾‾l‾‾c‾‾o‾‾n‾‾c‾‾r‾‾e‾‾t‾‾i‾‾o‾‾n‾‾ lexical c‾‾o‾‾n‾‾ [77, 462, 1340, 467]
texture-row: l‾‾e‾‾x‾‾i‾‾c‾‾a‾‾l‾‾ ‾‾l‾‾l‾‾l‾‾l ‾‾l‾‾‾‾l‾‾‾‾l‾‾lexical c‾‾o‾‾n‾‾c‾‾r‾‾e‾‾t‾‾i‾‾o‾‾n‾‾ c‾‾o‾‾n‾‾c‾‾r‾‾e‾‾t‾‾i‾‾o‾‾n‾‾ concretion lexical \ \ \ \ ‾‾l‾‾‾‾l‾‾‾‾l‾‾\ \ \ \ l‾‾e‾‾x‾‾i‾‾c‾‾a‾‾l‾‾ lexical \ \ \ \ l‾‾e‾‾x‾‾i‾‾c‾‾a‾‾l‾‾ l‾‾e‾‾x‾‾i‾‾c‾‾a‾‾l‾‾ ‾‾l‾‾l‾‾l‾‾l ‾‾l‾‾l‾‾l‾‾l c‾‾o‾‾n‾‾c‾‾r‾‾e‾‾t‾‾i‾‾o‾‾n‾‾ ‾‾l‾‾‾‾l‾‾‾‾l‾‾c‾‾o‾‾n‾‾c‾‾r‾‾e‾‾t‾‾i‾‾o‾‾n‾‾ l‾‾e‾‾x‾‾i‾‾c‾‾a‾‾l‾‾ c‾‾o‾‾n‾‾c‾‾r‾‾e‾‾t‾‾i‾‾o‾‾n‾‾ c‾ [77, 340, 1340, 346]
texture-row: \ \ \ \ lexical concretion lexical concretion c‾‾o‾‾n‾‾c‾‾r‾‾e‾‾t‾‾i‾‾o‾‾n‾‾ c‾‾o‾‾n‾‾c‾‾r‾‾e‾‾t‾‾i‾‾o‾‾n‾‾ lexical concretion l‾‾e‾‾x‾‾i‾‾c‾‾a‾‾l‾‾ concretion lexical concretion lexical concretion l‾‾e‾‾x‾‾i‾‾c‾‾a‾‾l‾‾ lexical lexical concretion lexical \ \ \ \ concretion lexical concretion lexical l‾‾e‾‾x‾‾i‾‾c‾‾a‾‾l‾‾ lexical concretion ‾‾l‾‾‾‾l‾‾‾‾l‾‾lexical \ \ \ \ ‾‾l‾‾l‾‾l‾‾l concretion l‾‾e‾‾x‾‾i‾‾c‾‾a‾‾ [77, 412, 1340, 417]
texture-row-lower: concretion concretion c‾‾o‾‾n‾‾c‾‾r‾‾e‾‾t‾‾i‾‾o‾‾n‾‾ l‾‾e‾‾x‾‾i‾‾c‾‾a‾‾l‾‾ ‾‾l‾‾l‾‾l‾‾l ‾‾l‾‾‾‾l‾‾‾‾l‾‾‾‾l‾‾l‾‾l‾‾l c‾‾o‾‾n‾‾c‾‾r‾‾e‾‾t‾‾i‾‾o‾‾n‾‾ lexical concretion ‾‾l‾‾‾‾l‾‾‾‾l‾‾‾‾l‾‾‾‾l‾‾‾‾l‾‾lexical c‾‾o‾‾n‾‾c‾‾r‾‾e‾‾t‾‾i‾‾o‾‾n‾‾ concretion ‾‾l‾‾‾‾l‾‾‾‾l‾‾lexical lexical ‾‾l‾‾l‾‾l‾‾l lexical ‾‾l‾‾‾‾l‾‾‾‾l‾‾lexical concretion lexical concretion \ \ \ \ ‾‾l‾‾‾‾l‾‾‾‾l‾‾‾‾l‾‾l‾‾l‾‾l ‾‾l‾‾l‾‾l‾‾l \ \ \ \ c‾‾o‾‾n‾ [77, 1082, 1340, 1087]
texture-row: c‾‾o‾‾n‾‾c‾‾r‾‾e‾‾t‾‾i‾‾o‾‾n‾‾ lexical ‾‾l‾‾l‾‾l‾‾l ‾‾l‾‾‾‾l‾‾‾‾l‾‾‾‾l‾‾‾‾l‾‾‾‾l‾‾lexical concretion concretion lexical concretion lexical concretion l‾‾e‾‾x‾‾i‾‾c‾‾a‾‾l‾‾ lexical c‾‾o‾‾n‾‾c‾‾r‾‾e‾‾t‾‾i‾‾o‾‾n‾‾ ‾‾l‾‾l‾‾l‾‾l ‾‾l‾‾‾‾l‾‾‾‾l‾‾concretion ‾‾l‾‾‾‾l‾‾‾‾l‾‾lexical concretion ‾‾l‾‾l‾‾l‾‾l c‾‾o‾‾n‾‾c‾‾r‾‾e‾‾t‾‾i‾‾o‾‾n‾‾ lexical concretion c‾‾o‾‾n‾‾c‾‾r‾‾e‾‾t‾‾i‾‾o‾‾n‾‾ lexical \ \ \ \ ‾‾l‾‾‾‾l‾‾‾‾l‾‾lexica [77, 585, 2266, 595]
large-line-3: ‾‾l‾‾e‾‾x‾‾i‾‾c‾‾a‾‾l‾‾ ‾‾c‾‾o‾‾n‾‾c‾‾r‾‾e‾‾t‾‾i‾‾o‾‾n‾‾ ‾‾\ \ \ \ \ \ \ \ \ l‾‾e‾‾x‾‾ical concre‾‾e‾‾t‾‾i‾‾on \ \ \ \ \ \ \ \ \ \ l e x [77, 962, 1405, 981]
texture-row-lower: l‾‾e‾‾x‾‾i‾‾c‾‾a‾‾l‾‾ \ \ \ \ concretion concretion \ \ \ \ \ \ \ \ c‾‾o‾‾n‾‾c‾‾r‾‾e‾‾t‾‾i‾‾o‾‾n‾‾ ‾‾l‾‾‾‾l‾‾‾‾l‾‾‾‾l‾‾l‾‾l‾‾l lexical concretion \ \ \ \ \ \ \ \ \ \ \ \ ‾‾l‾‾‾‾l‾‾‾‾l‾‾c‾‾o‾‾n‾‾c‾‾r‾‾e‾‾t‾‾i‾‾o‾‾n‾‾ lexical concretion l‾‾e‾‾x‾‾i‾‾c‾‾a‾‾l‾‾ lexical concretion l‾‾e‾‾x‾‾i‾‾c‾‾a‾‾l‾‾ ‾‾l‾‾‾‾l‾‾‾‾l‾‾‾‾l‾‾l‾‾l‾‾l ‾‾l‾‾‾‾l‾‾‾‾l‾‾c‾‾o‾‾n‾‾c‾‾r‾‾e‾‾t‾‾i‾‾o‾‾n‾‾ l‾‾e‾‾x‾‾i‾‾c‾‾a‾‾l‾‾ concretion lexical [77, 1224, 1761, 1232]
texture-row: c‾‾o‾‾n‾‾c‾‾r‾‾e‾‾t‾‾i‾‾o‾‾n‾‾ ‾‾l‾‾l‾‾l‾‾l c‾‾o‾‾n‾‾c‾‾r‾‾e‾‾t‾‾i‾‾o‾‾n‾‾ ‾‾l‾‾l‾‾l‾‾l c‾‾o‾‾n‾‾c‾‾r‾‾e‾‾t‾‾i‾‾o‾‾n‾‾ ‾‾l‾‾l‾‾l‾‾l lexical concretion ‾‾l‾‾‾‾l‾‾‾‾l‾‾l‾‾e‾‾x‾‾i‾‾c‾‾a‾‾l‾‾ ‾‾l‾‾l‾‾l‾‾l c‾‾o‾‾n‾‾c‾‾r‾‾e‾‾t‾‾i‾‾o‾‾n‾‾ concretion lexical ‾‾l‾‾‾‾l‾‾‾‾l‾‾lexical concretion lexical concretion lexical concretion \ \ \ \ ‾‾l‾‾l‾‾l‾‾l ‾‾l‾‾‾‾l‾‾‾‾l‾‾concretion c‾‾o‾‾n‾‾c‾‾r‾‾e‾‾t‾‾i‾‾o‾‾n‾‾ l‾‾e‾‾x‾‾i‾‾c [77, 619, 1340, 624]
texture-row: concretion l‾‾e‾‾x‾‾i‾‾c‾‾a‾‾l‾‾ \ \ \ \ ‾‾l‾‾‾‾l‾‾‾‾l‾‾‾‾l‾‾‾‾l‾‾‾‾l‾‾lexical concretion lexical concretion concretion l‾‾e‾‾x‾‾i‾‾c‾‾a‾‾l‾‾ \ \ \ \ ‾‾l‾‾l‾‾l‾‾l lexical concretion ‾‾l‾‾‾‾l‾‾‾‾l‾‾‾‾l‾‾‾‾l‾‾‾‾l‾‾‾‾l‾‾‾‾l‾‾‾‾l‾‾lexical concretion \ \ \ \ ‾‾l‾‾‾‾l‾‾‾‾l‾‾lexical concretion \ \ \ \ lexical l‾‾e‾‾x‾‾i‾‾c‾‾a‾‾l‾‾ c‾‾o‾‾n‾‾c‾‾r‾‾e‾‾t‾‾i‾‾o‾‾n‾‾ c‾‾o‾‾n‾‾c‾‾r‾‾e‾‾t‾‾i‾‾o‾‾n‾‾ lexical concretion lexical [77, 406, 1340, 412]
texture-row: c‾‾o‾‾n‾‾c‾‾r‾‾e‾‾t‾‾i‾‾o‾‾n‾‾ c‾‾o‾‾n‾‾c‾‾r‾‾e‾‾t‾‾i‾‾o‾‾n‾‾ lexical ‾‾l‾‾l‾‾l‾‾l ‾‾l‾‾l‾‾l‾‾l ‾‾l‾‾l‾‾l‾‾l \ \ \ \ ‾‾l‾‾l‾‾l‾‾l \ \ \ \ l‾‾e‾‾x‾‾i‾‾c‾‾a‾‾l‾‾ concretion lexical concretion c‾‾o‾‾n‾‾c‾‾r‾‾e‾‾t‾‾i‾‾o‾‾n‾‾ l‾‾e‾‾x‾‾i‾‾c‾‾a‾‾l‾‾ lexical concretion \ \ \ \ l‾‾e‾‾x‾‾i‾‾c‾‾a‾‾l‾‾ ‾‾l‾‾l‾‾l‾‾l lexical concretion l‾‾e‾‾x‾‾i‾‾c‾‾a‾‾l‾‾ lexical concretion c‾‾o‾‾n‾‾c‾‾r‾‾e‾‾t‾‾i‾‾o‾‾n‾‾ c‾‾o‾‾n‾‾c‾‾r‾‾e [77, 346, 1340, 351]
texture-row: \ \ \ \ l‾‾e‾‾x‾‾i‾‾c‾‾a‾‾l‾‾ concretion c‾‾o‾‾n‾‾c‾‾r‾‾e‾‾t‾‾i‾‾o‾‾n‾‾ l‾‾e‾‾x‾‾i‾‾c‾‾a‾‾l‾‾ lexical lexical concretion \ \ \ \ lexical concretion ‾‾l‾‾l‾‾l‾‾l c‾‾o‾‾n‾‾c‾‾r‾‾e‾‾t‾‾i‾‾o‾‾n‾‾ concretion ‾‾l‾‾l‾‾l‾‾l l‾‾e‾‾x‾‾i‾‾c‾‾a‾‾l‾‾ ‾‾l‾‾‾‾l‾‾‾‾l‾‾lexical lexical concretion \ \ \ \ concretion \ \ \ \ c‾‾o‾‾n‾‾c‾‾r‾‾e‾‾t‾‾i‾‾o‾‾n‾‾ \ \ \ \ c‾‾o‾‾n‾‾c‾‾r‾‾e‾‾t‾‾i‾‾o‾‾n‾‾ concretion ‾‾l‾‾‾‾l‾‾‾‾l‾‾lexical co [77, 451, 1340, 456]
texture-row-lower: ‾‾l‾‾l‾‾l‾‾l lexical concretion lexical concretion \ \ \ \ ‾‾l‾‾l‾‾l‾‾l \ \ \ \ concretion ‾‾l‾‾l‾‾l‾‾l lexical concretion ‾‾l‾‾l‾‾l‾‾l lexical concretion lexical concretion \ \ \ \ c‾‾o‾‾n‾‾c‾‾r‾‾e‾‾t‾‾i‾‾o‾‾n‾‾ ‾‾l‾‾l‾‾l‾‾l l‾‾e‾‾x‾‾i‾‾c‾‾a‾‾l‾‾ c‾‾o‾‾n‾‾c‾‾r‾‾e‾‾t‾‾i‾‾o‾‾n‾‾ ‾‾l‾‾‾‾l‾‾‾‾l‾‾‾‾l‾‾‾‾l‾‾‾‾l‾‾concretion lexical concretion lexical lexical lexical lexical lexical concretion ‾‾l‾‾‾‾l‾‾‾‾l‾‾concretion c [77, 1274, 1761, 1282]
texture-row: c‾‾o‾‾n‾‾c‾‾r‾‾e‾‾t‾‾i‾‾o‾‾n‾‾ lexical concretion ‾‾l‾‾‾‾l‾‾‾‾l‾‾lexical concretion ‾‾l‾‾‾‾l‾‾‾‾l‾‾concretion \ \ \ \ concretion ‾‾l‾‾l‾‾l‾‾l concretion lexical concretion lexical lexical l‾‾e‾‾x‾‾i‾‾c‾‾a‾‾l‾‾ l‾‾e‾‾x‾‾i‾‾c‾‾a‾‾l‾‾ ‾‾l‾‾‾‾l‾‾‾‾l‾‾‾‾l‾‾‾‾l‾‾‾‾l‾‾concretion \ \ \ \ \ \ \ \ l‾‾e‾‾x‾‾i‾‾c‾‾a‾‾l‾‾ c‾‾o‾‾n‾‾c‾‾r‾‾e‾‾t‾‾i‾‾o‾‾n‾‾ lexical concretion c‾‾o‾‾n‾‾c‾‾r‾‾e‾‾t‾‾i‾‾o‾‾n‾‾ c‾‾o‾‾n‾‾c‾‾r‾‾e‾‾t‾‾i [77, 713, 1340, 719]
texture-row: c‾‾o‾‾n‾‾c‾‾r‾‾e‾‾t‾‾i‾‾o‾‾n‾‾ concretion ‾‾l‾‾l‾‾l‾‾l ‾‾l‾‾‾‾l‾‾‾‾l‾‾concretion ‾‾l‾‾‾‾l‾‾‾‾l‾‾‾‾l‾‾l‾‾l‾‾l c‾‾o‾‾n‾‾c‾‾r‾‾e‾‾t‾‾i‾‾o‾‾n‾‾ concretion \ \ \ \ l‾‾e‾‾x‾‾i‾‾c‾‾a‾‾l‾‾ ‾‾l‾‾l‾‾l‾‾l c‾‾o‾‾n‾‾c‾‾r‾‾e‾‾t‾‾i‾‾o‾‾n‾‾ ‾‾l‾‾‾‾l‾‾‾‾l‾‾‾‾l‾‾‾‾l‾‾‾‾l‾‾‾‾l‾‾l‾‾l‾‾l ‾‾l‾‾l‾‾l‾‾l ‾‾l‾‾‾‾l‾‾‾‾l‾‾lexical lexical concretion concretion ‾‾l‾‾‾‾l‾‾‾‾l‾‾‾‾l‾‾‾‾l‾‾‾‾l‾‾\ \ \ \ concretion concretion \ \ \ \ l‾‾e‾‾x‾‾i‾‾c‾ [77, 569, 1340, 574]
texture-row: \ \ \ \ \ \ \ \ lexical ‾‾l‾‾l‾‾l‾‾l lexical \ \ \ \ concretion lexical l‾‾e‾‾x‾‾i‾‾c‾‾a‾‾l‾‾ concretion l‾‾e‾‾x‾‾i‾‾c‾‾a‾‾l‾‾ l‾‾e‾‾x‾‾i‾‾c‾‾a‾‾l‾‾ concretion lexical concretion lexical concretion lexical concretion l‾‾e‾‾x‾‾i‾‾c‾‾a‾‾l‾‾ l‾‾e‾‾x‾‾i‾‾c‾‾a‾‾l‾‾ ‾‾l‾‾l‾‾l‾‾l lexical ‾‾l‾‾l‾‾l‾‾l concretion ‾‾l‾‾l‾‾l‾‾l l‾‾e‾‾x‾‾i‾‾c‾‾a‾‾l‾‾ concretion lexical \ \ \ \ ‾‾l‾‾‾‾l‾‾‾‾l‾‾‾‾l‾‾l‾‾l‾‾l lexical l‾‾e‾‾x‾‾i [77, 362, 1340, 367]
texture-row: lexical ‾‾l‾‾l‾‾l‾‾l lexical concretion l‾‾e‾‾x‾‾i‾‾c‾‾a‾‾l‾‾ \ \ \ \ lexical concretion lexical \ \ \ \ concretion lexical concretion c‾‾o‾‾n‾‾c‾‾r‾‾e‾‾t‾‾i‾‾o‾‾n‾‾ ‾‾l‾‾‾‾l‾‾‾‾l‾‾c‾‾o‾‾n‾‾c‾‾r‾‾e‾‾t‾‾i‾‾o‾‾n‾‾ ‾‾l‾‾‾‾l‾‾‾‾l‾‾‾‾l‾‾‾‾l‾‾‾‾l‾‾concretion ‾‾l‾‾l‾‾l‾‾l \ \ \ \ ‾‾l‾‾‾‾l‾‾‾‾l‾‾‾‾l‾‾‾‾l‾‾‾‾l‾‾lexical l‾‾e‾‾x‾‾i‾‾c‾‾a‾‾l‾‾ l‾‾e‾‾x‾‾i‾‾c‾‾a‾‾l‾‾ ‾‾l‾‾l‾‾l‾‾l lexical lexical concretion lexical concretion [77, 556, 1340, 562]
texture-row-lower: lexical concretion ‾‾l‾‾l‾‾l‾‾l concretion lexical concretion \ \ \ \ lexical concretion l‾‾e‾‾x‾‾i‾‾c‾‾a‾‾l‾‾ lexical concretion ‾‾l‾‾‾‾l‾‾‾‾l‾‾‾‾l‾‾l‾‾l‾‾l lexical concretion lexical concretion l‾‾e‾‾x‾‾i‾‾c‾‾a‾‾l‾‾ l‾‾e‾‾x‾‾i‾‾c‾‾a‾‾l‾‾ c‾‾o‾‾n‾‾c‾‾r‾‾e‾‾t‾‾i‾‾o‾‾n‾‾ lexical concretion l‾‾e‾‾x‾‾i‾‾c‾‾a‾‾l‾‾ l‾‾e‾‾x‾‾i‾‾c‾‾a‾‾l‾‾ concretion c‾‾o‾‾n‾‾c‾‾r‾‾e‾‾t‾‾i‾‾o‾‾n‾‾ ‾‾l‾‾l‾‾l‾‾l concretion lexical concr [77, 1287, 1340, 1292]
texture-row: \ \ \ \ c‾‾o‾‾n‾‾c‾‾r‾‾e‾‾t‾‾i‾‾o‾‾n‾‾ ‾‾l‾‾‾‾l‾‾‾‾l‾‾\ \ \ \ \ \ \ \ concretion \ \ \ \ ‾‾l‾‾‾‾l‾‾‾‾l‾‾‾‾l‾‾l‾‾l‾‾l l‾‾e‾‾x‾‾i‾‾c‾‾a‾‾l‾‾ lexical ‾‾l‾‾‾‾l‾‾‾‾l‾‾lexical concretion concretion lexical concretion c‾‾o‾‾n‾‾c‾‾r‾‾e‾‾t‾‾i‾‾o‾‾n‾‾ lexical ‾‾l‾‾l‾‾l‾‾l c‾‾o‾‾n‾‾c‾‾r‾‾e‾‾t‾‾i‾‾o‾‾n‾‾ concretion c‾‾o‾‾n‾‾c‾‾r‾‾e‾‾t‾‾i‾‾o‾‾n‾‾ \ \ \ \ c‾‾o‾‾n‾‾c‾‾r‾‾e‾‾t‾‾i‾‾o‾‾n‾‾ lexical concretion l‾‾e‾‾x‾‾i‾‾c‾‾a‾‾l‾ [77, 562, 1761, 569]
texture-row: ‾‾l‾‾‾‾l‾‾‾‾l‾‾lexical lexical concretion ‾‾l‾‾l‾‾l‾‾l lexical concretion ‾‾l‾‾‾‾l‾‾‾‾l‾‾‾‾l‾‾‾‾l‾‾‾‾l‾‾l‾‾e‾‾x‾‾i‾‾c‾‾a‾‾l‾‾ c‾‾o‾‾n‾‾c‾‾r‾‾e‾‾t‾‾i‾‾o‾‾n‾‾ lexical concretion ‾‾l‾‾‾‾l‾‾‾‾l‾‾l‾‾e‾‾x‾‾i‾‾c‾‾a‾‾l‾‾ c‾‾o‾‾n‾‾c‾‾r‾‾e‾‾t‾‾i‾‾o‾‾n‾‾ concretion \ \ \ \ ‾‾l‾‾l‾‾l‾‾l lexical lexical \ \ \ \ \ \ \ \ ‾‾l‾‾‾‾l‾‾‾‾l‾‾lexical concretion \ \ \ \ \ \ \ \ ‾‾l‾‾‾‾l‾‾‾‾l‾‾l‾‾e‾‾x‾‾i‾‾c‾‾a‾‾l‾‾ c‾‾o‾‾n‾‾c‾‾r‾‾e‾‾t‾ [77, 535, 1340, 540]
texture-row-lower: ‾‾l‾‾l‾‾l‾‾l c‾‾o‾‾n‾‾c‾‾r‾‾e‾‾t‾‾i‾‾o‾‾n‾‾ c‾‾o‾‾n‾‾c‾‾r‾‾e‾‾t‾‾i‾‾o‾‾n‾‾ concretion l‾‾e‾‾x‾‾i‾‾c‾‾a‾‾l‾‾ ‾‾l‾‾‾‾l‾‾‾‾l‾‾lexical c‾‾o‾‾n‾‾c‾‾r‾‾e‾‾t‾‾i‾‾o‾‾n‾‾ \ \ \ \ c‾‾o‾‾n‾‾c‾‾r‾‾e‾‾t‾‾i‾‾o‾‾n‾‾ ‾‾l‾‾l‾‾l‾‾l ‾‾l‾‾l‾‾l‾‾l lexical lexical concretion lexical concretion l‾‾e‾‾x‾‾i‾‾c‾‾a‾‾l‾‾ c‾‾o‾‾n‾‾c‾‾r‾‾e‾‾t‾‾i‾‾o‾‾n‾‾ ‾‾l‾‾‾‾l‾‾‾‾l‾‾‾‾l‾‾l‾‾l‾‾l concretion \ \ \ \ lexical l‾‾e‾‾x‾‾i‾‾c‾‾a‾‾l‾‾ \ \ \ \ \ [77, 1019, 1340, 1025]
texture-row-lower: ‾‾l‾‾‾‾l‾‾‾‾l‾‾concretion lexical ‾‾l‾‾l‾‾l‾‾l lexical c‾‾o‾‾n‾‾c‾‾r‾‾e‾‾t‾‾i‾‾o‾‾n‾‾ ‾‾l‾‾‾‾l‾‾‾‾l‾‾l‾‾e‾‾x‾‾i‾‾c‾‾a‾‾l‾‾ ‾‾l‾‾l‾‾l‾‾l ‾‾l‾‾l‾‾l‾‾l ‾‾l‾‾l‾‾l‾‾l ‾‾l‾‾l‾‾l‾‾l ‾‾l‾‾‾‾l‾‾‾‾l‾‾concretion lexical concretion \ \ \ \ l‾‾e‾‾x‾‾i‾‾c‾‾a‾‾l‾‾ ‾‾l‾‾l‾‾l‾‾l lexical concretion l‾‾e‾‾x‾‾i‾‾c‾‾a‾‾l‾‾ ‾‾l‾‾‾‾l‾‾‾‾l‾‾concretion l‾‾e‾‾x‾‾i‾‾c‾‾a‾‾l‾‾ lexical lexical concretion lexical concretion concretion lexica [77, 1009, 1340, 1014]
texture-row: lexical concretion ‾‾l‾‾l‾‾l‾‾l lexical concretion l‾‾e‾‾x‾‾i‾‾c‾‾a‾‾l‾‾ ‾‾l‾‾l‾‾l‾‾l lexical concretion ‾‾l‾‾‾‾l‾‾‾‾l‾‾c‾‾o‾‾n‾‾c‾‾r‾‾e‾‾t‾‾i‾‾o‾‾n‾‾ lexical concretion concretion c‾‾o‾‾n‾‾c‾‾r‾‾e‾‾t‾‾i‾‾o‾‾n‾‾ lexical concretion c‾‾o‾‾n‾‾c‾‾r‾‾e‾‾t‾‾i‾‾o‾‾n‾‾ lexical concretion \ \ \ \ lexical concretion ‾‾l‾‾‾‾l‾‾‾‾l‾‾lexical concretion lexical l‾‾e‾‾x‾‾i‾‾c‾‾a‾‾l‾‾ c‾‾o‾‾n‾‾c‾‾r‾‾e‾‾t‾‾i‾‾o‾‾n‾‾ c‾‾o‾‾n‾‾c‾ [77, 769, 1340, 774]
texture-row: concretion concretion concretion c‾‾o‾‾n‾‾c‾‾r‾‾e‾‾t‾‾i‾‾o‾‾n‾‾ lexical lexical c‾‾o‾‾n‾‾c‾‾r‾‾e‾‾t‾‾i‾‾o‾‾n‾‾ c‾‾o‾‾n‾‾c‾‾r‾‾e‾‾t‾‾i‾‾o‾‾n‾‾ c‾‾o‾‾n‾‾c‾‾r‾‾e‾‾t‾‾i‾‾o‾‾n‾‾ c‾‾o‾‾n‾‾c‾‾r‾‾e‾‾t‾‾i‾‾o‾‾n‾‾ lexical concretion lexical l‾‾e‾‾x‾‾i‾‾c‾‾a‾‾l‾‾ \ \ \ \ c‾‾o‾‾n‾‾c‾‾r‾‾e‾‾t‾‾i‾‾o‾‾n‾‾ l‾‾e‾‾x‾‾i‾‾c‾‾a‾‾l‾‾ c‾‾o‾‾n‾‾c‾‾r‾‾e‾‾t‾‾i‾‾o‾‾n‾‾ l‾‾e‾‾x‾‾i‾‾c‾‾a‾‾l‾‾ ‾‾l‾‾‾‾l‾‾‾‾l‾‾lexical ‾‾l‾‾‾‾l‾‾‾‾l‾‾l‾‾e‾ [77, 206, 1340, 212]
footer-line-4: lexica‾‾l‾‾ ‾‾concretion‾‾ ‾‾l‾‾l‾\ \ \ \ \ \ \ \ \ lexical c‾‾o‾‾n‾‾c‾‾r‾‾e‾‾t‾‾i‾‾o‾‾n‾‾ ‾‾l‾‾l‾‾l‾‾l‾‾l‾\ \ \ \ l e x [77, 1420, 1064, 1436]
texture-row-lower: \ \ \ \ ‾‾l‾‾l‾‾l‾‾l concretion concretion c‾‾o‾‾n‾‾c‾‾r‾‾e‾‾t‾‾i‾‾o‾‾n‾‾ c‾‾o‾‾n‾‾c‾‾r‾‾e‾‾t‾‾i‾‾o‾‾n‾‾ lexical ‾‾l‾‾‾‾l‾‾‾‾l‾‾concretion \ \ \ \ l‾‾e‾‾x‾‾i‾‾c‾‾a‾‾l‾‾ lexical l‾‾e‾‾x‾‾i‾‾c‾‾a‾‾l‾‾ concretion ‾‾l‾‾‾‾l‾‾‾‾l‾‾lexical concretion ‾‾l‾‾l‾‾l‾‾l lexical lexical l‾‾e‾‾x‾‾i‾‾c‾‾a‾‾l‾‾ c‾‾o‾‾n‾‾c‾‾r‾‾e‾‾t‾‾i‾‾o‾‾n‾‾ ‾‾l‾‾l‾‾l‾‾l c‾‾o‾‾n‾‾c‾‾r‾‾e‾‾t‾‾i‾‾o‾‾n‾‾ ‾‾l‾‾‾‾l‾‾‾‾l‾‾c‾‾o‾‾n‾‾c‾‾r‾‾e‾‾t‾‾i‾‾o‾‾n [77, 1298, 1340, 1303]
texture-row-lower: concretion lexical concretion ‾‾l‾‾‾‾l‾‾‾‾l‾‾lexical ‾‾l‾‾l‾‾l‾‾l lexical \ \ \ \ ‾‾l‾‾‾‾l‾‾‾‾l‾‾‾‾l‾‾‾‾l‾‾‾‾l‾‾‾‾l‾‾l‾‾l‾‾l c‾‾o‾‾n‾‾c‾‾r‾‾e‾‾t‾‾i‾‾o‾‾n‾‾ ‾‾l‾‾‾‾l‾‾‾‾l‾‾‾‾l‾‾‾‾l‾‾‾‾l‾‾lexical ‾‾l‾‾l‾‾l‾‾l lexical concretion lexical lexical concretion c‾‾o‾‾n‾‾c‾‾r‾‾e‾‾t‾‾i‾‾o‾‾n‾‾ ‾‾l‾‾‾‾l‾‾‾‾l‾‾lexical concretion c‾‾o‾‾n‾‾c‾‾r‾‾e‾‾t‾‾i‾‾o‾‾n‾‾ ‾‾l‾‾‾‾l‾‾‾‾l‾‾concretion l‾‾e‾‾x‾‾i‾‾c‾‾a‾‾l‾‾ ‾‾l‾‾‾‾l‾‾‾‾l‾‾lexi [77, 1248, 1340, 1253]
transition-row: \ \ \ \ lexical concretion ‾‾l‾‾‾‾l‾‾‾‾l‾‾l‾‾e‾‾x‾‾i‾‾c‾‾a‾‾l‾‾ lexical concretion ‾‾l‾‾l‾‾l‾‾l ‾‾l‾‾‾‾l‾‾‾‾l‾‾\ \ \ \ \ \ \ \ ‾‾l‾‾‾‾l‾‾‾‾l‾‾lexical concretion c‾‾o‾‾n‾‾c‾‾r‾‾e‾‾t‾‾i‾‾o‾‾n‾‾ concretion lexical concretion l‾‾e‾‾x‾‾i‾‾c‾‾a‾‾l‾‾ lexical concr [77, 879, 2162, 895]
texture-row: concretion l‾‾e‾‾x‾‾i‾‾c‾‾a‾‾l‾‾ c‾‾o‾‾n‾‾c‾‾r‾‾e‾‾t‾‾i‾‾o‾‾n‾‾ lexical concretion ‾‾l‾‾‾‾l‾‾‾‾l‾‾\ \ \ \ ‾‾l‾‾‾‾l‾‾‾‾l‾‾l‾‾e‾‾x‾‾i‾‾c‾‾a‾‾l‾‾ lexical c‾‾o‾‾n‾‾c‾‾r‾‾e‾‾t‾‾i‾‾o‾‾n‾‾ lexical concretion lexical l‾‾e‾‾x‾‾i‾‾c‾‾a‾‾l‾‾ lexical c‾‾o‾‾n‾‾c‾‾r‾‾e‾‾t‾‾i‾‾o‾‾n‾‾ ‾‾l‾‾‾‾l‾‾‾‾l‾‾‾‾l‾‾l‾‾l‾‾l lexical l‾‾e‾‾x‾‾i‾‾c‾‾a‾‾l‾‾ c‾‾o‾‾n‾‾c‾‾r‾‾e‾‾t‾‾i‾‾o‾‾n‾‾ l‾‾e‾‾x‾‾i‾‾c‾‾a‾‾l‾‾ c‾‾o‾‾n‾‾c‾‾r‾‾e‾‾t‾‾i‾‾o‾‾n‾‾ [77, 306, 1340, 312]
footer-line-3: lexical ‾‾c‾‾o‾‾ncretion \ \‾‾l‾‾l‾‾l‾‾l\ \ \ \ \ lexical conc‾‾r‾‾e‾‾t‾‾i‾‾o‾‾n‾‾ ‾‾l‾‾l‾‾l‾‾l‾‾l‾‾l‾‾l‾‾l‾‾l\ lexic [77, 1392, 1039, 1408]
texture-row: lexical ‾‾l‾‾‾‾l‾‾‾‾l‾‾lexical lexical concretion lexical concretion concretion lexical concretion concretion ‾‾l‾‾‾‾l‾‾‾‾l‾‾l‾‾e‾‾x‾‾i‾‾c‾‾a‾‾l‾‾ l‾‾e‾‾x‾‾i‾‾c‾‾a‾‾l‾‾ l‾‾e‾‾x‾‾i‾‾c‾‾a‾‾l‾‾ lexical concretion l‾‾e‾‾x‾‾i‾‾c‾‾a‾‾l‾‾ lexical ‾‾l‾‾‾‾l‾‾‾‾l‾‾\ \ \ \ lexical concretion ‾‾l‾‾‾‾l‾‾‾‾l‾‾‾‾l‾‾‾‾l‾‾‾‾l‾‾l‾‾e‾‾x‾‾i‾‾c‾‾a‾‾l‾‾ concretion ‾‾l‾‾l‾‾l‾‾l c‾‾o‾‾n‾‾c‾‾r‾‾e‾‾t‾‾i‾‾o‾‾n‾‾ concretion concretion ‾‾l [77, 422, 1340, 428]
texture-row: l‾‾e‾‾x‾‾i‾‾c‾‾a‾‾l‾‾ l‾‾e‾‾x‾‾i‾‾c‾‾a‾‾l‾‾ l‾‾e‾‾x‾‾i‾‾c‾‾a‾‾l‾‾ lexical concretion lexical l‾‾e‾‾x‾‾i‾‾c‾‾a‾‾l‾‾ lexical concretion ‾‾l‾‾l‾‾l‾‾l c‾‾o‾‾n‾‾c‾‾r‾‾e‾‾t‾‾i‾‾o‾‾n‾‾ lexical concretion ‾‾l‾‾‾‾l‾‾‾‾l‾‾c‾‾o‾‾n‾‾c‾‾r‾‾e‾‾t‾‾i‾‾o‾‾n‾‾ ‾‾l‾‾l‾‾l‾‾l ‾‾l‾‾‾‾l‾‾‾‾l‾‾lexical \ \ \ \ lexical l‾‾e‾‾x‾‾i‾‾c‾‾a‾‾l‾‾ concretion lexical \ \ \ \ \ \ \ \ lexical concretion lexical concretion ‾‾l‾‾l‾‾l‾‾l concretion [77, 640, 1340, 645]
texture-row: ‾‾l‾‾l‾‾l‾‾l c‾‾o‾‾n‾‾c‾‾r‾‾e‾‾t‾‾i‾‾o‾‾n‾‾ l‾‾e‾‾x‾‾i‾‾c‾‾a‾‾l‾‾ l‾‾e‾‾x‾‾i‾‾c‾‾a‾‾l‾‾ lexical concretion l‾‾e‾‾x‾‾i‾‾c‾‾a‾‾l‾‾ concretion lexical ‾‾l‾‾l‾‾l‾‾l lexical concretion l‾‾e‾‾x‾‾i‾‾c‾‾a‾‾l‾‾ lexical lexical ‾‾l‾‾‾‾l‾‾‾‾l‾‾‾‾l‾‾‾‾l‾‾‾‾l‾‾concretion lexical l‾‾e‾‾x‾‾i‾‾c‾‾a‾‾l‾‾ lexical concretion concretion c‾‾o‾‾n‾‾c‾‾r‾‾e‾‾t‾‾i‾‾o‾‾n‾‾ ‾‾l‾‾‾‾l‾‾‾‾l‾‾\ \ \ \ ‾‾l‾‾‾‾l‾‾‾‾l‾‾c‾‾o‾‾n‾‾c‾‾r‾‾e‾‾t‾‾i‾‾o [77, 246, 1340, 251]
texture-row: \ \ \ \ lexical lexical ‾‾l‾‾l‾‾l‾‾l ‾‾l‾‾‾‾l‾‾‾‾l‾‾‾‾l‾‾l‾‾l‾‾l concretion lexical concretion c‾‾o‾‾n‾‾c‾‾r‾‾e‾‾t‾‾i‾‾o‾‾n‾‾ ‾‾l‾‾‾‾l‾‾‾‾l‾‾‾‾l‾‾‾‾l‾‾‾‾l‾‾concretion ‾‾l‾‾l‾‾l‾‾l lexical ‾‾l‾‾l‾‾l‾‾l \ \ \ \ lexical lexical ‾‾l‾‾‾‾l‾‾‾‾l‾‾l‾‾e‾‾x‾‾i‾‾c‾‾a‾‾l‾‾ ‾‾l‾‾l‾‾l‾‾l \ \ \ \ ‾‾l‾‾l‾‾l‾‾l c‾‾o‾‾n‾‾c‾‾r‾‾e‾‾t‾‾i‾‾o‾‾n‾‾ ‾‾l‾‾‾‾l‾‾‾‾l‾‾‾‾l‾‾‾‾l‾‾‾‾l‾‾concretion \ \ \ \ l‾‾e‾‾x‾‾i‾‾c‾‾a‾‾l‾‾ c‾‾o‾‾n‾‾c‾‾r‾‾e‾‾ [77, 551, 1340, 556]
texture-row: ‾‾l‾‾‾‾l‾‾‾‾l‾‾lexical concretion \ \ \ \ ‾‾l‾‾l‾‾l‾‾l lexical concretion c‾‾o‾‾n‾‾c‾‾r‾‾e‾‾t‾‾i‾‾o‾‾n‾‾ c‾‾o‾‾n‾‾c‾‾r‾‾e‾‾t‾‾i‾‾o‾‾n‾‾ lexical concretion ‾‾l‾‾‾‾l‾‾‾‾l‾‾\ \ \ \ l‾‾e‾‾x‾‾i‾‾c‾‾a‾‾l‾‾ ‾‾l‾‾l‾‾l‾‾l \ \ \ \ c‾‾o‾‾n‾‾c‾‾r‾‾e‾‾t‾‾i‾‾o‾‾n‾‾ l‾‾e‾‾x‾‾i‾‾c‾‾a‾‾l‾‾ ‾‾l‾‾l‾‾l‾‾l concretion l‾‾e‾‾x‾‾i‾‾c‾‾a‾‾l‾‾ concretion concretion ‾‾l‾‾‾‾l‾‾‾‾l‾‾‾‾l‾‾l‾‾l‾‾l lexical lexical concretion lexical concretio [77, 546, 1340, 551]
texture-row-lower: l‾‾e‾‾x‾‾i‾‾c‾‾a‾‾l‾‾ c‾‾o‾‾n‾‾c‾‾r‾‾e‾‾t‾‾i‾‾o‾‾n‾‾ lexical ‾‾l‾‾l‾‾l‾‾l lexical c‾‾o‾‾n‾‾c‾‾r‾‾e‾‾t‾‾i‾‾o‾‾n‾‾ ‾‾l‾‾l‾‾l‾‾l ‾‾l‾‾l‾‾l‾‾l ‾‾l‾‾l‾‾l‾‾l ‾‾l‾‾‾‾l‾‾‾‾l‾‾\ \ \ \ lexical concretion c‾‾o‾‾n‾‾c‾‾r‾‾e‾‾t‾‾i‾‾o‾‾n‾‾ lexical concretion lexical lexical ‾‾l‾‾l‾‾l‾‾l lexical concretion l‾‾e‾‾x‾‾i‾‾c‾‾a‾‾l‾‾ lexical \ \ \ \ c‾‾o‾‾n‾‾c‾‾r‾‾e‾‾t‾‾i‾‾o‾‾n‾‾ concretion ‾‾l‾‾‾‾l‾‾‾‾l‾‾l‾‾e‾‾x‾‾i‾‾c‾‾a‾‾l‾‾ \ \ [77, 1292, 1340, 1298]
texture-row-lower: lexical concretion ‾‾l‾‾‾‾l‾‾‾‾l‾‾lexical \ \ \ \ l‾‾e‾‾x‾‾i‾‾c‾‾a‾‾l‾‾ l‾‾e‾‾x‾‾i‾‾c‾‾a‾‾l‾‾ concretion l‾‾e‾‾x‾‾i‾‾c‾‾a‾‾l‾‾ ‾‾l‾‾l‾‾l‾‾l ‾‾l‾‾‾‾l‾‾‾‾l‾‾c‾‾o‾‾n‾‾c‾‾r‾‾e‾‾t‾‾i‾‾o‾‾n‾‾ lexical lexical lexical concretion \ \ \ \ l‾‾e‾‾x‾‾i‾‾c‾‾a‾‾l‾‾ concretion concretion concretion lexical l‾‾e‾‾x‾‾i‾‾c‾‾a‾‾l‾‾ \ \ \ \ ‾‾l‾‾l‾‾l‾‾l lexical concretion concretion \ \ \ \ c‾‾o‾‾n‾‾c‾‾r‾‾e‾‾t‾‾i‾‾o‾‾n‾‾ lexical c [77, 1219, 1340, 1224]
transition-row: ‾‾l‾‾‾‾l‾‾‾‾l‾‾c‾‾o‾‾n‾‾c‾‾r‾‾e‾‾t‾‾i‾‾o‾‾n‾‾ c‾‾o‾‾n‾‾c‾‾r‾‾e‾‾t‾‾i‾‾o‾‾n‾‾ lexical \ \ \ \ lexical concretion lexical c‾‾o‾‾n‾‾c‾‾r‾‾e‾‾t‾‾i‾‾o‾‾n‾‾ lexical concretion l‾‾e‾‾x‾‾i‾‾c‾‾a‾‾l‾‾ c‾‾o‾‾n‾‾c‾‾r‾‾e‾‾t‾‾i‾‾o‾‾n‾‾ ‾‾l‾‾l‾‾l‾‾l ‾‾l‾‾l‾‾l‾‾l l‾‾e‾‾ [77, 793, 1432, 803]
texture-row-lower: lexical \ \ \ \ ‾‾l‾‾‾‾l‾‾‾‾l‾‾‾‾l‾‾l‾‾l‾‾l lexical concretion lexical lexical ‾‾l‾‾‾‾l‾‾‾‾l‾‾c‾‾o‾‾n‾‾c‾‾r‾‾e‾‾t‾‾i‾‾o‾‾n‾‾ c‾‾o‾‾n‾‾c‾‾r‾‾e‾‾t‾‾i‾‾o‾‾n‾‾ ‾‾l‾‾‾‾l‾‾‾‾l‾‾lexical concretion lexical concretion l‾‾e‾‾x‾‾i‾‾c‾‾a‾‾l‾‾ concretion ‾‾l‾‾‾‾l‾‾‾‾l‾‾‾‾l‾‾‾‾l‾‾‾‾l‾‾‾‾l‾‾‾‾l‾‾‾‾l‾‾‾‾l‾‾l‾‾l‾‾l ‾‾l‾‾‾‾l‾‾‾‾l‾‾‾‾l‾‾‾‾l‾‾‾‾l‾‾concretion lexical lexical concretion c‾‾o‾‾n‾‾c‾‾r‾‾e‾‾t‾‾i‾‾o‾‾n‾‾ concretion ‾‾l‾‾l [77, 1174, 1761, 1182]
transition-row: lexical ‾‾l‾‾l‾‾l‾‾l lexical l‾‾e‾‾x‾‾i‾‾c‾‾a‾‾l‾‾ l‾‾e‾‾x‾‾i‾‾c‾‾a‾‾l‾‾ lexical concretion lexical concretion c‾‾o‾‾n‾‾c‾‾r‾‾e‾‾t‾‾i‾‾o‾‾n‾‾ lexical \ \ \ \ \ \ \ \ l‾‾e‾‾x‾‾i‾‾c‾‾a‾‾l‾‾ concretion l‾‾e‾‾x‾‾i‾‾c‾‾a‾‾l‾‾ concretion c‾‾o‾‾n‾‾c‾‾r‾‾e‾‾t‾‾i‾ [77, 858, 2162, 874]
texture-row: ‾‾l‾‾‾‾l‾‾‾‾l‾‾‾‾l‾‾l‾‾l‾‾l l‾‾e‾‾x‾‾i‾‾c‾‾a‾‾l‾‾ lexical ‾‾l‾‾‾‾l‾‾‾‾l‾‾l‾‾e‾‾x‾‾i‾‾c‾‾a‾‾l‾‾ \ \ \ \ lexical lexical ‾‾l‾‾l‾‾l‾‾l ‾‾l‾‾‾‾l‾‾‾‾l‾‾c‾‾o‾‾n‾‾c‾‾r‾‾e‾‾t‾‾i‾‾o‾‾n‾‾ \ \ \ \ \ \ \ \ l‾‾e‾‾x‾‾i‾‾c‾‾a‾‾l‾‾ c‾‾o‾‾n‾‾c‾‾r‾‾e‾‾t‾‾i‾‾o‾‾n‾‾ l‾‾e‾‾x‾‾i‾‾c‾‾a‾‾l‾‾ lexical l‾‾e‾‾x‾‾i‾‾c‾‾a‾‾l‾‾ lexical concretion ‾‾l‾‾‾‾l‾‾‾‾l‾‾‾‾l‾‾‾‾l‾‾‾‾l‾‾‾‾l‾‾l‾‾l‾‾l l‾‾e‾‾x‾‾i‾‾c‾‾a‾‾l‾‾ lexical l‾‾e‾‾x‾‾i‾‾c‾‾a‾‾l‾‾ [77, 162, 1340, 167]
texture-row: l‾‾e‾‾x‾‾i‾‾c‾‾a‾‾l‾‾ ‾‾l‾‾‾‾l‾‾‾‾l‾‾lexical ‾‾l‾‾‾‾l‾‾‾‾l‾‾lexical concretion lexical concretion \ \ \ \ concretion c‾‾o‾‾n‾‾c‾‾r‾‾e‾‾t‾‾i‾‾o‾‾n‾‾ lexical concretion lexical concretion \ \ \ \ c‾‾o‾‾n‾‾c‾‾r‾‾e‾‾t‾‾i‾‾o‾‾n‾‾ concretion lexical concretion lexical ‾‾l‾‾‾‾l‾‾‾‾l‾‾l‾‾e‾‾x‾‾i‾‾c‾‾a‾‾l‾‾ \ \ \ \ \ \ \ \ lexical concretion \ \ \ \ c‾‾o‾‾n‾‾c‾‾r‾‾e‾‾t‾‾i‾‾o‾‾n‾‾ lexical \ \ \ \ ‾‾l‾‾‾‾l‾‾‾‾l‾‾lexical c‾ [77, 663, 2266, 673]
texture-row: lexical ‾‾l‾‾l‾‾l‾‾l l‾‾e‾‾x‾‾i‾‾c‾‾a‾‾l‾‾ l‾‾e‾‾x‾‾i‾‾c‾‾a‾‾l‾‾ \ \ \ \ lexical l‾‾e‾‾x‾‾i‾‾c‾‾a‾‾l‾‾ l‾‾e‾‾x‾‾i‾‾c‾‾a‾‾l‾‾ lexical concretion ‾‾l‾‾l‾‾l‾‾l lexical l‾‾e‾‾x‾‾i‾‾c‾‾a‾‾l‾‾ l‾‾e‾‾x‾‾i‾‾c‾‾a‾‾l‾‾ ‾‾l‾‾l‾‾l‾‾l concretion lexical concretion lexical concretion ‾‾l‾‾‾‾l‾‾‾‾l‾‾‾‾l‾‾l‾‾l‾‾l ‾‾l‾‾‾‾l‾‾‾‾l‾‾lexical concretion c‾‾o‾‾n‾‾c‾‾r‾‾e‾‾t‾‾i‾‾o‾‾n‾‾ ‾‾l‾‾l‾‾l‾‾l ‾‾l‾‾l‾‾l‾‾l concretion c‾‾o‾‾n‾‾c‾‾ [77, 401, 1340, 406]
texture-row: lexical concretion \ \ \ \ \ \ \ \ ‾‾l‾‾‾‾l‾‾‾‾l‾‾l‾‾e‾‾x‾‾i‾‾c‾‾a‾‾l‾‾ lexical lexical c‾‾o‾‾n‾‾c‾‾r‾‾e‾‾t‾‾i‾‾o‾‾n‾‾ concretion \ \ \ \ \ \ \ \ lexical ‾‾l‾‾l‾‾l‾‾l l‾‾e‾‾x‾‾i‾‾c‾‾a‾‾l‾‾ lexical ‾‾l‾‾‾‾l‾‾‾‾l‾‾concretion l‾‾e‾‾x‾‾i‾‾c‾‾a‾‾l‾‾ ‾‾l‾‾l‾‾l‾‾l concretion lexical concretion ‾‾l‾‾‾‾l‾‾‾‾l‾‾concretion c‾‾o‾‾n‾‾c‾‾r‾‾e‾‾t‾‾i‾‾o‾‾n‾‾ lexical concretion ‾‾l‾‾l‾‾l‾‾l lexical l‾‾e‾‾x‾‾i‾‾c‾‾a‾‾l‾‾ c‾‾o‾‾n [77, 99, 1761, 107]
texture-row: c‾‾o‾‾n‾‾c‾‾r‾‾e‾‾t‾‾i‾‾o‾‾n‾‾ lexical c‾‾o‾‾n‾‾c‾‾r‾‾e‾‾t‾‾i‾‾o‾‾n‾‾ l‾‾e‾‾x‾‾i‾‾c‾‾a‾‾l‾‾ \ \ \ \ lexical lexical concretion lexical concretion ‾‾l‾‾‾‾l‾‾‾‾l‾‾‾‾l‾‾l‾‾l‾‾l l‾‾e‾‾x‾‾i‾‾c‾‾a‾‾l‾‾ concretion ‾‾l‾‾l‾‾l‾‾l ‾‾l‾‾l‾‾l‾‾l concretion l‾‾e‾‾x‾‾i‾‾c‾‾a‾‾l‾‾ lexical concretion ‾‾l‾‾l‾‾l‾‾l lexical concretion c‾‾o‾‾n‾‾c‾‾r‾‾e‾‾t‾‾i‾‾o‾‾n‾‾ c‾‾o‾‾n‾‾c‾‾r‾‾e‾‾t‾‾i‾‾o‾‾n‾‾ ‾‾l‾‾‾‾l‾‾‾‾l‾‾lexical ‾‾l‾‾l‾‾l‾‾ [77, 296, 1340, 301]
texture-row: lexical lexical lexical concretion \ \ \ \ ‾‾l‾‾l‾‾l‾‾l ‾‾l‾‾l‾‾l‾‾l \ \ \ \ concretion ‾‾l‾‾l‾‾l‾‾l ‾‾l‾‾l‾‾l‾‾l c‾‾o‾‾n‾‾c‾‾r‾‾e‾‾t‾‾i‾‾o‾‾n‾‾ c‾‾o‾‾n‾‾c‾‾r‾‾e‾‾t‾‾i‾‾o‾‾n‾‾ \ \ \ \ ‾‾l‾‾‾‾l‾‾‾‾l‾‾lexical concretion concretion l‾‾e‾‾x‾‾i‾‾c‾‾a‾‾l‾‾ concretion ‾‾l‾‾‾‾l‾‾‾‾l‾‾l‾‾e‾‾x‾‾i‾‾c‾‾a‾‾l‾‾ lexical ‾‾l‾‾‾‾l‾‾‾‾l‾‾l‾‾e‾‾x‾‾i‾‾c‾‾a‾‾l‾‾ ‾‾l‾‾l‾‾l‾‾l \ \ \ \ concretion lexical concretion concretion ‾‾l‾‾‾‾l‾ [77, 580, 1340, 585]
texture-row-lower: ‾‾l‾‾‾‾l‾‾‾‾l‾‾lexical lexical concretion ‾‾l‾‾l‾‾l‾‾l c‾‾o‾‾n‾‾c‾‾r‾‾e‾‾t‾‾i‾‾o‾‾n‾‾ ‾‾l‾‾‾‾l‾‾‾‾l‾‾‾‾l‾‾l‾‾l‾‾l lexical lexical \ \ \ \ l‾‾e‾‾x‾‾i‾‾c‾‾a‾‾l‾‾ c‾‾o‾‾n‾‾c‾‾r‾‾e‾‾t‾‾i‾‾o‾‾n‾‾ \ \ \ \ lexical concretion concretion c‾‾o‾‾n‾‾c‾‾r‾‾e‾‾t‾‾i‾‾o‾‾n‾‾ ‾‾l‾‾l‾‾l‾‾l ‾‾l‾‾‾‾l‾‾‾‾l‾‾lexical concretion lexical concretion l‾‾e‾‾x‾‾i‾‾c‾‾a‾‾l‾‾ lexical concretion l‾‾e‾‾x‾‾i‾‾c‾‾a‾‾l‾‾ lexical \ \ \ \ ‾‾l‾‾l‾‾l [77, 1132, 1340, 1137]
texture-row: \ \ \ \ \ \ \ \ ‾‾l‾‾l‾‾l‾‾l l‾‾e‾‾x‾‾i‾‾c‾‾a‾‾l‾‾ l‾‾e‾‾x‾‾i‾‾c‾‾a‾‾l‾‾ \ \ \ \ ‾‾l‾‾l‾‾l‾‾l ‾‾l‾‾l‾‾l‾‾l lexical l‾‾e‾‾x‾‾i‾‾c‾‾a‾‾l‾‾ lexical concretion lexical \ \ \ \ ‾‾l‾‾l‾‾l‾‾l l‾‾e‾‾x‾‾i‾‾c‾‾a‾‾l‾‾ c‾‾o‾‾n‾‾c‾‾r‾‾e‾‾t‾‾i‾‾o‾‾n‾‾ lexical concretion c‾‾o‾‾n‾‾c‾‾r‾‾e‾‾t‾‾i‾‾o‾‾n‾‾ l‾‾e‾‾x‾‾i‾‾c‾‾a‾‾l‾‾ lexical concretion lexical concretion lexical concretion concretion ‾‾l‾‾‾‾l‾‾‾‾l‾‾\ \ \ \ l‾‾e‾‾x‾‾i‾‾ [77, 217, 1340, 222]
texture-row: l‾‾e‾‾x‾‾i‾‾c‾‾a‾‾l‾‾ c‾‾o‾‾n‾‾c‾‾r‾‾e‾‾t‾‾i‾‾o‾‾n‾‾ \ \ \ \ lexical concretion l‾‾e‾‾x‾‾i‾‾c‾‾a‾‾l‾‾ ‾‾l‾‾‾‾l‾‾‾‾l‾‾lexical lexical c‾‾o‾‾n‾‾c‾‾r‾‾e‾‾t‾‾i‾‾o‾‾n‾‾ \ \ \ \ concretion c‾‾o‾‾n‾‾c‾‾r‾‾e‾‾t‾‾i‾‾o‾‾n‾‾ \ \ \ \ ‾‾l‾‾l‾‾l‾‾l ‾‾l‾‾l‾‾l‾‾l concretion ‾‾l‾‾l‾‾l‾‾l lexical concretion concretion l‾‾e‾‾x‾‾i‾‾c‾‾a‾‾l‾‾ c‾‾o‾‾n‾‾c‾‾r‾‾e‾‾t‾‾i‾‾o‾‾n‾‾ c‾‾o‾‾n‾‾c‾‾r‾‾e‾‾t‾‾i‾‾o‾‾n‾‾ \ \ \ \ ‾‾l‾‾‾‾l‾‾‾‾l‾‾‾‾l [77, 139, 1340, 144]
texture-row-lower: lexical concretion lexical c‾‾o‾‾n‾‾c‾‾r‾‾e‾‾t‾‾i‾‾o‾‾n‾‾ lexical c‾‾o‾‾n‾‾c‾‾r‾‾e‾‾t‾‾i‾‾o‾‾n‾‾ \ \ \ \ concretion \ \ \ \ c‾‾o‾‾n‾‾c‾‾r‾‾e‾‾t‾‾i‾‾o‾‾n‾‾ \ \ \ \ ‾‾l‾‾l‾‾l‾‾l l‾‾e‾‾x‾‾i‾‾c‾‾a‾‾l‾‾ ‾‾l‾‾‾‾l‾‾‾‾l‾‾‾‾l‾‾‾‾l‾‾‾‾l‾‾\ \ \ \ lexical l‾‾e‾‾x‾‾i‾‾c‾‾a‾‾l‾‾ \ \ \ \ lexical ‾‾l‾‾‾‾l‾‾‾‾l‾‾c‾‾o‾‾n‾‾c‾‾r‾‾e‾‾t‾‾i‾‾o‾‾n‾‾ c‾‾o‾‾n‾‾c‾‾r‾‾e‾‾t‾‾i‾‾o‾‾n‾‾ lexical concretion lexical concretion lexical ‾‾l‾‾l‾‾ [77, 1282, 1340, 1287]
texture-row: ‾‾l‾‾‾‾l‾‾‾‾l‾‾‾‾l‾‾‾‾l‾‾‾‾l‾‾c‾‾o‾‾n‾‾c‾‾r‾‾e‾‾t‾‾i‾‾o‾‾n‾‾ ‾‾l‾‾‾‾l‾‾‾‾l‾‾\ \ \ \ concretion l‾‾e‾‾x‾‾i‾‾c‾‾a‾‾l‾‾ l‾‾e‾‾x‾‾i‾‾c‾‾a‾‾l‾‾ concretion concretion l‾‾e‾‾x‾‾i‾‾c‾‾a‾‾l‾‾ ‾‾l‾‾‾‾l‾‾‾‾l‾‾l‾‾e‾‾x‾‾i‾‾c‾‾a‾‾l‾‾ l‾‾e‾‾x‾‾i‾‾c‾‾a‾‾l‾‾ lexical concretion \ \ \ \ ‾‾l‾‾l‾‾l‾‾l lexical concretion c‾‾o‾‾n‾‾c‾‾r‾‾e‾‾t‾‾i‾‾o‾‾n‾‾ l‾‾e‾‾x‾‾i‾‾c‾‾a‾‾l‾‾ lexical concretion ‾‾l‾‾l‾‾l‾‾l lexical concretion lexical [77, 157, 1340, 162]
texture-row-lower: lexical c‾‾o‾‾n‾‾c‾‾r‾‾e‾‾t‾‾i‾‾o‾‾n‾‾ concretion c‾‾o‾‾n‾‾c‾‾r‾‾e‾‾t‾‾i‾‾o‾‾n‾‾ lexical ‾‾l‾‾‾‾l‾‾‾‾l‾‾\ \ \ \ \ \ \ \ l‾‾e‾‾x‾‾i‾‾c‾‾a‾‾l‾‾ c‾‾o‾‾n‾‾c‾‾r‾‾e‾‾t‾‾i‾‾o‾‾n‾‾ concretion c‾‾o‾‾n‾‾c‾‾r‾‾e‾‾t‾‾i‾‾o‾‾n‾‾ lexical lexical concretion c‾‾o‾‾n‾‾c‾‾r‾‾e‾‾t‾‾i‾‾o‾‾n‾‾ concretion c‾‾o‾‾n‾‾c‾‾r‾‾e‾‾t‾‾i‾‾o‾‾n‾‾ ‾‾l‾‾‾‾l‾‾‾‾l‾‾concretion ‾‾l‾‾l‾‾l‾‾l ‾‾l‾‾‾‾l‾‾‾‾l‾‾\ \ \ \ l‾‾e‾‾x‾‾i‾‾c‾‾a‾‾l‾‾ lexical concr [77, 1242, 1340, 1248]
texture-row-lower: l‾‾e‾‾x‾‾i‾‾c‾‾a‾‾l‾‾ c‾‾o‾‾n‾‾c‾‾r‾‾e‾‾t‾‾i‾‾o‾‾n‾‾ lexical concretion l‾‾e‾‾x‾‾i‾‾c‾‾a‾‾l‾‾ c‾‾o‾‾n‾‾c‾‾r‾‾e‾‾t‾‾i‾‾o‾‾n‾‾ c‾‾o‾‾n‾‾c‾‾r‾‾e‾‾t‾‾i‾‾o‾‾n‾‾ lexical \ \ \ \ \ \ \ \ c‾‾o‾‾n‾‾c‾‾r‾‾e‾‾t‾‾i‾‾o‾‾n‾‾ lexical ‾‾l‾‾‾‾l‾‾‾‾l‾‾c‾‾o‾‾n‾‾c‾‾r‾‾e‾‾t‾‾i‾‾o‾‾n‾‾ ‾‾l‾‾‾‾l‾‾‾‾l‾‾c‾‾o‾‾n‾‾c‾‾r‾‾e‾‾t‾‾i‾‾o‾‾n‾‾ \ \ \ \ lexical concretion lexical concretion l‾‾e‾‾x‾‾i‾‾c‾‾a‾‾l‾‾ concretion ‾‾l‾‾l‾‾l‾‾l lexical [77, 1264, 1340, 1269]
texture-row: c‾‾o‾‾n‾‾c‾‾r‾‾e‾‾t‾‾i‾‾o‾‾n‾‾ lexical lexical ‾‾l‾‾‾‾l‾‾‾‾l‾‾c‾‾o‾‾n‾‾c‾‾r‾‾e‾‾t‾‾i‾‾o‾‾n‾‾ l‾‾e‾‾x‾‾i‾‾c‾‾a‾‾l‾‾ c‾‾o‾‾n‾‾c‾‾r‾‾e‾‾t‾‾i‾‾o‾‾n‾‾ lexical ‾‾l‾‾l‾‾l‾‾l concretion c‾‾o‾‾n‾‾c‾‾r‾‾e‾‾t‾‾i‾‾o‾‾n‾‾ concretion \ \ \ \ lexical ‾‾l‾‾l‾‾l‾‾l concretion ‾‾l‾‾l‾‾l‾‾l ‾‾l‾‾l‾‾l‾‾l l‾‾e‾‾x‾‾i‾‾c‾‾a‾‾l‾‾ \ \ \ \ \ \ \ \ l‾‾e‾‾x‾‾i‾‾c‾‾a‾‾l‾‾ ‾‾l‾‾l‾‾l‾‾l \ \ \ \ \ \ \ \ ‾‾l‾‾l‾‾l‾‾l lexical ‾‾l‾‾‾‾l‾‾‾‾l‾‾c‾ [77, 251, 1340, 256]
texture-row: concretion ‾‾l‾‾‾‾l‾‾‾‾l‾‾l‾‾e‾‾x‾‾i‾‾c‾‾a‾‾l‾‾ c‾‾o‾‾n‾‾c‾‾r‾‾e‾‾t‾‾i‾‾o‾‾n‾‾ concretion ‾‾l‾‾‾‾l‾‾‾‾l‾‾l‾‾e‾‾x‾‾i‾‾c‾‾a‾‾l‾‾ ‾‾l‾‾l‾‾l‾‾l ‾‾l‾‾‾‾l‾‾‾‾l‾‾concretion lexical lexical concretion \ \ \ \ l‾‾e‾‾x‾‾i‾‾c‾‾a‾‾l‾‾ concretion c‾‾o‾‾n‾‾c‾‾r‾‾e‾‾t‾‾i‾‾o‾‾n‾‾ \ \ \ \ c‾‾o‾‾n‾‾c‾‾r‾‾e‾‾t‾‾i‾‾o‾‾n‾‾ ‾‾l‾‾‾‾l‾‾‾‾l‾‾concretion c‾‾o‾‾n‾‾c‾‾r‾‾e‾‾t‾‾i‾‾o‾‾n‾‾ l‾‾e‾‾x‾‾i‾‾c‾‾a‾‾l‾‾ ‾‾l‾‾l‾‾l‾‾l ‾‾l‾‾l‾‾l‾‾l l‾‾ [77, 83, 1340, 89]
texture-row: l‾‾e‾‾x‾‾i‾‾c‾‾a‾‾l‾‾ ‾‾l‾‾‾‾l‾‾‾‾l‾‾‾‾l‾‾l‾‾l‾‾l concretion ‾‾l‾‾l‾‾l‾‾l c‾‾o‾‾n‾‾c‾‾r‾‾e‾‾t‾‾i‾‾o‾‾n‾‾ \ \ \ \ lexical concretion lexical concretion lexical concretion ‾‾l‾‾‾‾l‾‾‾‾l‾‾‾‾l‾‾‾‾l‾‾‾‾l‾‾c‾‾o‾‾n‾‾c‾‾r‾‾e‾‾t‾‾i‾‾o‾‾n‾‾ ‾‾l‾‾‾‾l‾‾‾‾l‾‾l‾‾e‾‾x‾‾i‾‾c‾‾a‾‾l‾‾ \ \ \ \ lexical c‾‾o‾‾n‾‾c‾‾r‾‾e‾‾t‾‾i‾‾o‾‾n‾‾ c‾‾o‾‾n‾‾c‾‾r‾‾e‾‾t‾‾i‾‾o‾‾n‾‾ lexical c‾‾o‾‾n‾‾c‾‾r‾‾e‾‾t‾‾i‾‾o‾‾n‾‾ l‾‾e‾‾x‾‾i‾‾c‾‾a‾‾l‾‾ ‾‾l‾‾ [77, 383, 1340, 388]
texture-row-lower: concretion c‾‾o‾‾n‾‾c‾‾r‾‾e‾‾t‾‾i‾‾o‾‾n‾‾ ‾‾l‾‾‾‾l‾‾‾‾l‾‾‾‾l‾‾‾‾l‾‾‾‾l‾‾\ \ \ \ c‾‾o‾‾n‾‾c‾‾r‾‾e‾‾t‾‾i‾‾o‾‾n‾‾ ‾‾l‾‾l‾‾l‾‾l ‾‾l‾‾‾‾l‾‾‾‾l‾‾lexical concretion ‾‾l‾‾l‾‾l‾‾l c‾‾o‾‾n‾‾c‾‾r‾‾e‾‾t‾‾i‾‾o‾‾n‾‾ l‾‾e‾‾x‾‾i‾‾c‾‾a‾‾l‾‾ ‾‾l‾‾l‾‾l‾‾l l‾‾e‾‾x‾‾i‾‾c‾‾a‾‾l‾‾ lexical concretion ‾‾l‾‾‾‾l‾‾‾‾l‾‾l‾‾e‾‾x‾‾i‾‾c‾‾a‾‾l‾‾ lexical concretion ‾‾l‾‾l‾‾l‾‾l ‾‾l‾‾‾‾l‾‾‾‾l‾‾‾‾l‾‾‾‾l‾‾‾‾l‾‾‾‾l‾‾l‾‾l‾‾l lexical ‾‾l‾‾l‾‾l‾‾l \ \ [77, 1253, 1340, 1258]
texture-row: ‾‾l‾‾‾‾l‾‾‾‾l‾‾lexical concretion c‾‾o‾‾n‾‾c‾‾r‾‾e‾‾t‾‾i‾‾o‾‾n‾‾ lexical concretion c‾‾o‾‾n‾‾c‾‾r‾‾e‾‾t‾‾i‾‾o‾‾n‾‾ l‾‾e‾‾x‾‾i‾‾c‾‾a‾‾l‾‾ l‾‾e‾‾x‾‾i‾‾c‾‾a‾‾l‾‾ ‾‾l‾‾l‾‾l‾‾l lexical concretion ‾‾l‾‾‾‾l‾‾‾‾l‾‾‾‾l‾‾l‾‾l‾‾l ‾‾l‾‾‾‾l‾‾‾‾l‾‾\ \ \ \ lexical concretion l‾‾e‾‾x‾‾i‾‾c‾‾a‾‾l‾‾ ‾‾l‾‾l‾‾l‾‾l lexical concretion concretion ‾‾l‾‾‾‾l‾‾‾‾l‾‾concretion lexical c‾‾o‾‾n‾‾c‾‾r‾‾e‾‾t‾‾i‾‾o‾‾n‾‾ l‾‾e‾‾x‾‾i‾‾c‾‾a‾‾l‾‾ [77, 719, 1340, 724]
texture-row-lower: c‾‾o‾‾n‾‾c‾‾r‾‾e‾‾t‾‾i‾‾o‾‾n‾‾ ‾‾l‾‾l‾‾l‾‾l l‾‾e‾‾x‾‾i‾‾c‾‾a‾‾l‾‾ concretion c‾‾o‾‾n‾‾c‾‾r‾‾e‾‾t‾‾i‾‾o‾‾n‾‾ lexical lexical concretion lexical concretion lexical concretion ‾‾l‾‾l‾‾l‾‾l lexical ‾‾l‾‾l‾‾l‾‾l lexical c‾‾o‾‾n‾‾c‾‾r‾‾e‾‾t‾‾i‾‾o‾‾n‾‾ c‾‾o‾‾n‾‾c‾‾r‾‾e‾‾t‾‾i‾‾o‾‾n‾‾ c‾‾o‾‾n‾‾c‾‾r‾‾e‾‾t‾‾i‾‾o‾‾n‾‾ \ \ \ \ ‾‾l‾‾l‾‾l‾‾l ‾‾l‾‾l‾‾l‾‾l lexical ‾‾l‾‾‾‾l‾‾‾‾l‾‾c‾‾o‾‾n‾‾c‾‾r‾‾e‾‾t‾‾i‾‾o‾‾n‾‾ concretion ‾‾l‾‾‾ [77, 1187, 1340, 1192]
texture-row: \ \ \ \ c‾‾o‾‾n‾‾c‾‾r‾‾e‾‾t‾‾i‾‾o‾‾n‾‾ \ \ \ \ l‾‾e‾‾x‾‾i‾‾c‾‾a‾‾l‾‾ concretion lexical concretion l‾‾e‾‾x‾‾i‾‾c‾‾a‾‾l‾‾ concretion lexical l‾‾e‾‾x‾‾i‾‾c‾‾a‾‾l‾‾ concretion \ \ \ \ lexical l‾‾e‾‾x‾‾i‾‾c‾‾a‾‾l‾‾ concretion concretion ‾‾l‾‾‾‾l‾‾‾‾l‾‾l‾‾e‾‾x‾‾i‾‾c‾‾a‾‾l‾‾ lexical concretion concretion \ \ \ \ lexical concretion l‾‾e‾‾x‾‾i‾‾c‾‾a‾‾l‾‾ ‾‾l‾‾l‾‾l‾‾l lexical concretion ‾‾l‾‾l‾‾l‾‾l c‾‾o‾‾n‾‾c‾‾r‾‾e‾‾t [77, 173, 1340, 178]
transition-row: lexical concretion c‾‾o‾‾n‾‾c‾‾r‾‾e‾‾t‾‾i‾‾o‾‾n‾‾ lexical concretion l‾‾e‾‾x‾‾i‾‾c‾‾a‾‾l‾‾ c‾‾o‾‾n‾‾c‾‾r‾‾e‾‾t‾‾i‾‾o‾‾n‾‾ \ \ \ \ lexical \ \ \ \ c‾‾o‾‾n‾‾c‾‾r‾‾e‾‾t‾‾i‾‾o‾‾n‾‾ ‾‾l‾‾l‾‾l‾‾l l‾‾e‾‾x‾‾i‾‾c‾‾a‾‾l‾‾ ‾‾l‾‾‾‾l‾‾‾‾l‾‾concretion lexical concretio [77, 780, 1432, 790]
texture-row-lower: lexical concretion l‾‾e‾‾x‾‾i‾‾c‾‾a‾‾l‾‾ concretion concretion lexical l‾‾e‾‾x‾‾i‾‾c‾‾a‾‾l‾‾ lexical concretion lexical concretion l‾‾e‾‾x‾‾i‾‾c‾‾a‾‾l‾‾ c‾‾o‾‾n‾‾c‾‾r‾‾e‾‾t‾‾i‾‾o‾‾n‾‾ lexical concretion lexical concretion l‾‾e‾‾x‾‾i‾‾c‾‾a‾‾l‾‾ lexical concretion ‾‾l‾‾‾‾l‾‾‾‾l‾‾‾‾l‾‾l‾‾l‾‾l c‾‾o‾‾n‾‾c‾‾r‾‾e‾‾t‾‾i‾‾o‾‾n‾‾ lexical concretion l‾‾e‾‾x‾‾i‾‾c‾‾a‾‾l‾‾ concretion l‾‾e‾‾x‾‾i‾‾c‾‾a‾‾l‾‾ l‾‾e‾‾x‾‾i‾‾c‾‾a [77, 1142, 1340, 1148]
texture-row: ‾‾l‾‾‾‾l‾‾‾‾l‾‾‾‾l‾‾l‾‾l‾‾l ‾‾l‾‾‾‾l‾‾‾‾l‾‾c‾‾o‾‾n‾‾c‾‾r‾‾e‾‾t‾‾i‾‾o‾‾n‾‾ l‾‾e‾‾x‾‾i‾‾c‾‾a‾‾l‾‾ l‾‾e‾‾x‾‾i‾‾c‾‾a‾‾l‾‾ \ \ \ \ concretion l‾‾e‾‾x‾‾i‾‾c‾‾a‾‾l‾‾ \ \ \ \ lexical concretion c‾‾o‾‾n‾‾c‾‾r‾‾e‾‾t‾‾i‾‾o‾‾n‾‾ ‾‾l‾‾‾‾l‾‾‾‾l‾‾‾‾l‾‾‾‾l‾‾‾‾l‾‾lexical concretion ‾‾l‾‾‾‾l‾‾‾‾l‾‾‾‾l‾‾l‾‾l‾‾l c‾‾o‾‾n‾‾c‾‾r‾‾e‾‾t‾‾i‾‾o‾‾n‾‾ lexical concretion ‾‾l‾‾l‾‾l‾‾l c‾‾o‾‾n‾‾c‾‾r‾‾e‾‾t‾‾i‾‾o‾‾n‾‾ concretion lexical concre [77, 540, 1340, 546]
texture-row: \ \ \ \ l‾‾e‾‾x‾‾i‾‾c‾‾a‾‾l‾‾ lexical concretion \ \ \ \ l‾‾e‾‾x‾‾i‾‾c‾‾a‾‾l‾‾ \ \ \ \ l‾‾e‾‾x‾‾i‾‾c‾‾a‾‾l‾‾ c‾‾o‾‾n‾‾c‾‾r‾‾e‾‾t‾‾i‾‾o‾‾n‾‾ l‾‾e‾‾x‾‾i‾‾c‾‾a‾‾l‾‾ lexical ‾‾l‾‾l‾‾l‾‾l \ \ \ \ ‾‾l‾‾‾‾l‾‾‾‾l‾‾\ \ \ \ \ \ \ \ ‾‾l‾‾‾‾l‾‾‾‾l‾‾‾‾l‾‾l‾‾l‾‾l ‾‾l‾‾‾‾l‾‾‾‾l‾‾‾‾l‾‾‾‾l‾‾‾‾l‾‾‾‾l‾‾l‾‾l‾‾l \ \ \ \ ‾‾l‾‾l‾‾l‾‾l c‾‾o‾‾n‾‾c‾‾r‾‾e‾‾t‾‾i‾‾o‾‾n‾‾ \ \ \ \ lexical l‾‾e‾‾x‾‾i‾‾c‾‾a‾‾l‾‾ \ \ \ \ lexical concretion l‾‾ [77, 330, 1340, 335]
texture-row: lexical concretion lexical concretion l‾‾e‾‾x‾‾i‾‾c‾‾a‾‾l‾‾ ‾‾l‾‾‾‾l‾‾‾‾l‾‾lexical lexical concretion ‾‾l‾‾l‾‾l‾‾l ‾‾l‾‾‾‾l‾‾‾‾l‾‾lexical concretion lexical concretion concretion lexical ‾‾l‾‾‾‾l‾‾‾‾l‾‾lexical ‾‾l‾‾‾‾l‾‾‾‾l‾‾lexical concretion lexical concretion lexical ‾‾l‾‾l‾‾l‾‾l lexical \ \ \ \ c‾‾o‾‾n‾‾c‾‾r‾‾e‾‾t‾‾i‾‾o‾‾n‾‾ l‾‾e‾‾x‾‾i‾‾c‾‾a‾‾l‾‾ lexical l‾‾e‾‾x‾‾i‾‾c‾‾a‾‾l‾‾ \ \ \ \ ‾‾l‾‾‾‾l‾‾‾‾l‾‾‾‾l‾‾l‾‾l‾ [77, 645, 1761, 653]
texture-row: concretion lexical concretion concretion concretion concretion l‾‾e‾‾x‾‾i‾‾c‾‾a‾‾l‾‾ ‾‾l‾‾l‾‾l‾‾l l‾‾e‾‾x‾‾i‾‾c‾‾a‾‾l‾‾ lexical concretion ‾‾l‾‾‾‾l‾‾‾‾l‾‾c‾‾o‾‾n‾‾c‾‾r‾‾e‾‾t‾‾i‾‾o‾‾n‾‾ c‾‾o‾‾n‾‾c‾‾r‾‾e‾‾t‾‾i‾‾o‾‾n‾‾ concretion c‾‾o‾‾n‾‾c‾‾r‾‾e‾‾t‾‾i‾‾o‾‾n‾‾ \ \ \ \ lexical concretion ‾‾l‾‾‾‾l‾‾‾‾l‾‾lexical concretion c‾‾o‾‾n‾‾c‾‾r‾‾e‾‾t‾‾i‾‾o‾‾n‾‾ l‾‾e‾‾x‾‾i‾‾c‾‾a‾‾l‾‾ \ \ \ \ c‾‾o‾‾n‾‾c‾‾r‾‾e‾‾t‾‾i‾‾o‾‾n‾‾ l [77, 394, 1761, 401]
texture-row: \ \ \ \ lexical lexical concretion concretion l‾‾e‾‾x‾‾i‾‾c‾‾a‾‾l‾‾ lexical concretion \ \ \ \ lexical concretion l‾‾e‾‾x‾‾i‾‾c‾‾a‾‾l‾‾ l‾‾e‾‾x‾‾i‾‾c‾‾a‾‾l‾‾ l‾‾e‾‾x‾‾i‾‾c‾‾a‾‾l‾‾ ‾‾l‾‾l‾‾l‾‾l lexical concretion l‾‾e‾‾x‾‾i‾‾c‾‾a‾‾l‾‾ lexical concretion lexical ‾‾l‾‾‾‾l‾‾‾‾l‾‾l‾‾e‾‾x‾‾i‾‾c‾‾a‾‾l‾‾ c‾‾o‾‾n‾‾c‾‾r‾‾e‾‾t‾‾i‾‾o‾‾n‾‾ \ \ \ \ c‾‾o‾‾n‾‾c‾‾r‾‾e‾‾t‾‾i‾‾o‾‾n‾‾ ‾‾l‾‾‾‾l‾‾‾‾l‾‾‾‾l‾‾l‾‾l‾‾l \ \ \ \ c‾‾o‾‾n‾ [77, 758, 1340, 763]
texture-row: l‾‾e‾‾x‾‾i‾‾c‾‾a‾‾l‾‾ c‾‾o‾‾n‾‾c‾‾r‾‾e‾‾t‾‾i‾‾o‾‾n‾‾ lexical concretion ‾‾l‾‾‾‾l‾‾‾‾l‾‾c‾‾o‾‾n‾‾c‾‾r‾‾e‾‾t‾‾i‾‾o‾‾n‾‾ lexical \ \ \ \ ‾‾l‾‾‾‾l‾‾‾‾l‾‾lexical concretion ‾‾l‾‾l‾‾l‾‾l ‾‾l‾‾l‾‾l‾‾l \ \ \ \ lexical concretion ‾‾l‾‾‾‾l‾‾‾‾l‾‾lexical ‾‾l‾‾‾‾l‾‾‾‾l‾‾‾‾l‾‾l‾‾l‾‾l c‾‾o‾‾n‾‾c‾‾r‾‾e‾‾t‾‾i‾‾o‾‾n‾‾ ‾‾l‾‾‾‾l‾‾‾‾l‾‾‾‾l‾‾‾‾l‾‾‾‾l‾‾lexical concretion concretion \ \ \ \ lexical ‾‾l‾‾‾‾l‾‾‾‾l‾‾lexical concretion con [77, 506, 2266, 516]
texture-row-lower: concretion l‾‾e‾‾x‾‾i‾‾c‾‾a‾‾l‾‾ c‾‾o‾‾n‾‾c‾‾r‾‾e‾‾t‾‾i‾‾o‾‾n‾‾ concretion l‾‾e‾‾x‾‾i‾‾c‾‾a‾‾l‾‾ l‾‾e‾‾x‾‾i‾‾c‾‾a‾‾l‾‾ lexical concretion lexical ‾‾l‾‾‾‾l‾‾‾‾l‾‾l‾‾e‾‾x‾‾i‾‾c‾‾a‾‾l‾‾ l‾‾e‾‾x‾‾i‾‾c‾‾a‾‾l‾‾ l‾‾e‾‾x‾‾i‾‾c‾‾a‾‾l‾‾ lexical lexical concretion l‾‾e‾‾x‾‾i‾‾c‾‾a‾‾l‾‾ lexical l‾‾e‾‾x‾‾i‾‾c‾‾a‾‾l‾‾ ‾‾l‾‾l‾‾l‾‾l lexical l‾‾e‾‾x‾‾i‾‾c‾‾a‾‾l‾‾ c‾‾o‾‾n‾‾c‾‾r‾‾e‾‾t‾‾i‾‾o‾‾n‾‾ \ \ \ \ lexical l‾‾e‾‾x‾‾i‾‾c [77, 1114, 1340, 1119]
texture-row-lower: lexical ‾‾l‾‾‾‾l‾‾‾‾l‾‾‾‾l‾‾‾‾l‾‾‾‾l‾‾‾‾l‾‾‾‾l‾‾‾‾l‾‾l‾‾e‾‾x‾‾i‾‾c‾‾a‾‾l‾‾ lexical concretion l‾‾e‾‾x‾‾i‾‾c‾‾a‾‾l‾‾ c‾‾o‾‾n‾‾c‾‾r‾‾e‾‾t‾‾i‾‾o‾‾n‾‾ ‾‾l‾‾l‾‾l‾‾l l‾‾e‾‾x‾‾i‾‾c‾‾a‾‾l‾‾ lexical c‾‾o‾‾n‾‾c‾‾r‾‾e‾‾t‾‾i‾‾o‾‾n‾‾ c‾‾o‾‾n‾‾c‾‾r‾‾e‾‾t‾‾i‾‾o‾‾n‾‾ ‾‾l‾‾l‾‾l‾‾l c‾‾o‾‾n‾‾c‾‾r‾‾e‾‾t‾‾i‾‾o‾‾n‾‾ ‾‾l‾‾‾‾l‾‾‾‾l‾‾concretion l‾‾e‾‾x‾‾i‾‾c‾‾a‾‾l‾‾ lexical concretion c‾‾o‾‾n‾‾c‾‾r‾‾e‾‾t‾‾i‾‾o‾‾n‾‾ concretion concre [77, 1314, 1340, 1319]
texture-row: \ \ \ \ \ \ \ \ c‾‾o‾‾n‾‾c‾‾r‾‾e‾‾t‾‾i‾‾o‾‾n‾‾ lexical concretion \ \ \ \ \ \ \ \ l‾‾e‾‾x‾‾i‾‾c‾‾a‾‾l‾‾ lexical concretion lexical concretion c‾‾o‾‾n‾‾c‾‾r‾‾e‾‾t‾‾i‾‾o‾‾n‾‾ concretion lexical concretion lexical ‾‾l‾‾l‾‾l‾‾l c‾‾o‾‾n‾‾c‾‾r‾‾e‾‾t‾‾i‾‾o‾‾n‾‾ ‾‾l‾‾l‾‾l‾‾l lexical concretion concretion ‾‾l‾‾‾‾l‾‾‾‾l‾‾lexical lexical concretion ‾‾l‾‾‾‾l‾‾‾‾l‾‾c‾‾o‾‾n‾‾c‾‾r‾‾e‾‾t‾‾i‾‾o‾‾n‾‾ ‾‾l‾‾l‾‾l‾‾l c‾‾o‾‾n‾‾c‾‾r‾‾e [77, 301, 1340, 306]
texture-row-lower: concretion lexical concretion concretion \ \ \ \ c‾‾o‾‾n‾‾c‾‾r‾‾e‾‾t‾‾i‾‾o‾‾n‾‾ l‾‾e‾‾x‾‾i‾‾c‾‾a‾‾l‾‾ \ \ \ \ l‾‾e‾‾x‾‾i‾‾c‾‾a‾‾l‾‾ \ \ \ \ lexical concretion lexical concretion \ \ \ \ concretion ‾‾l‾‾l‾‾l‾‾l ‾‾l‾‾‾‾l‾‾‾‾l‾‾‾‾l‾‾l‾‾l‾‾l ‾‾l‾‾l‾‾l‾‾l ‾‾l‾‾‾‾l‾‾‾‾l‾‾lexical concretion ‾‾l‾‾l‾‾l‾‾l c‾‾o‾‾n‾‾c‾‾r‾‾e‾‾t‾‾i‾‾o‾‾n‾‾ ‾‾l‾‾‾‾l‾‾‾‾l‾‾‾‾l‾‾‾‾l‾‾‾‾l‾‾‾‾l‾‾l‾‾l‾‾l concretion c‾‾o‾‾n‾‾c‾‾r‾‾e‾‾t‾‾i‾‾o‾‾n‾‾ c [77, 1014, 1340, 1019]
texture-row-lower: concretion ‾‾l‾‾‾‾l‾‾‾‾l‾‾lexical concretion l‾‾e‾‾x‾‾i‾‾c‾‾a‾‾l‾‾ ‾‾l‾‾l‾‾l‾‾l lexical l‾‾e‾‾x‾‾i‾‾c‾‾a‾‾l‾‾ ‾‾l‾‾l‾‾l‾‾l l‾‾e‾‾x‾‾i‾‾c‾‾a‾‾l‾‾ ‾‾l‾‾l‾‾l‾‾l lexical concretion \ \ \ \ l‾‾e‾‾x‾‾i‾‾c‾‾a‾‾l‾‾ c‾‾o‾‾n‾‾c‾‾r‾‾e‾‾t‾‾i‾‾o‾‾n‾‾ concretion \ \ \ \ c‾‾o‾‾n‾‾c‾‾r‾‾e‾‾t‾‾i‾‾o‾‾n‾‾ \ \ \ \ concretion concretion l‾‾e‾‾x‾‾i‾‾c‾‾a‾‾l‾‾ \ \ \ \ lexical lexical concretion lexical concretion c‾‾o‾‾n‾‾c‾‾r‾‾e‾‾t [77, 1237, 1340, 1242]
transition-row: l‾‾e‾‾x‾‾i‾‾c‾‾a‾‾l‾‾ concretion l‾‾e‾‾x‾‾i‾‾c‾‾a‾‾l‾‾ \ \ \ \ \ \ \ \ \ \ \ \ l‾‾e‾‾x‾‾i‾‾c‾‾a‾‾l‾‾ lexical concretion c‾‾o‾‾n‾‾c‾‾r‾‾e‾‾t‾‾i‾‾o‾‾n‾‾ \ \ \ \ c‾‾o‾‾n‾‾c‾‾r‾‾e‾‾t‾‾i‾‾o‾‾n‾‾ lexical concretion ‾‾l‾‾l‾‾l‾‾l ‾‾l‾‾‾‾l‾‾‾‾l‾‾l‾‾e‾‾x‾‾i‾‾c‾‾a‾‾ [77, 839, 1745, 852]
texture-row: l‾‾e‾‾x‾‾i‾‾c‾‾a‾‾l‾‾ lexical concretion \ \ \ \ ‾‾l‾‾l‾‾l‾‾l lexical lexical concretion lexical concretion ‾‾l‾‾l‾‾l‾‾l \ \ \ \ concretion ‾‾l‾‾‾‾l‾‾‾‾l‾‾‾‾l‾‾l‾‾l‾‾l l‾‾e‾‾x‾‾i‾‾c‾‾a‾‾l‾‾ lexical concretion lexical concretion lexical l‾‾e‾‾x‾‾i‾‾c‾‾a‾‾l‾‾ ‾‾l‾‾l‾‾l‾‾l lexical \ \ \ \ concretion lexical concretion c‾‾o‾‾n‾‾c‾‾r‾‾e‾‾t‾‾i‾‾o‾‾n‾‾ ‾‾l‾‾l‾‾l‾‾l ‾‾l‾‾l‾‾l‾‾l lexical concretion lexical concretion lexi [77, 428, 2266, 438]
texture-row: c‾‾o‾‾n‾‾c‾‾r‾‾e‾‾t‾‾i‾‾o‾‾n‾‾ concretion lexical ‾‾l‾‾l‾‾l‾‾l lexical concretion ‾‾l‾‾‾‾l‾‾‾‾l‾‾l‾‾e‾‾x‾‾i‾‾c‾‾a‾‾l‾‾ concretion ‾‾l‾‾‾‾l‾‾‾‾l‾‾l‾‾e‾‾x‾‾i‾‾c‾‾a‾‾l‾‾ \ \ \ \ \ \ \ \ concretion c‾‾o‾‾n‾‾c‾‾r‾‾e‾‾t‾‾i‾‾o‾‾n‾‾ lexical lexical l‾‾e‾‾x‾‾i‾‾c‾‾a‾‾l‾‾ ‾‾l‾‾l‾‾l‾‾l concretion lexical concretion ‾‾l‾‾l‾‾l‾‾l l‾‾e‾‾x‾‾i‾‾c‾‾a‾‾l‾‾ ‾‾l‾‾l‾‾l‾‾l lexical concretion ‾‾l‾‾‾‾l‾‾‾‾l‾‾lexical concretion lexical [77, 517, 1340, 522]
texture-row-lower: \ \ \ \ lexical concretion ‾‾l‾‾‾‾l‾‾‾‾l‾‾l‾‾e‾‾x‾‾i‾‾c‾‾a‾‾l‾‾ lexical lexical \ \ \ \ ‾‾l‾‾‾‾l‾‾‾‾l‾‾‾‾l‾‾l‾‾l‾‾l ‾‾l‾‾l‾‾l‾‾l ‾‾l‾‾l‾‾l‾‾l lexical concretion c‾‾o‾‾n‾‾c‾‾r‾‾e‾‾t‾‾i‾‾o‾‾n‾‾ lexical concretion concretion l‾‾e‾‾x‾‾i‾‾c‾‾a‾‾l‾‾ lexical concretion l‾‾e‾‾x‾‾i‾‾c‾‾a‾‾l‾‾ lexical concretion l‾‾e‾‾x‾‾i‾‾c‾‾a‾‾l‾‾ lexical lexical concretion c‾‾o‾‾n‾‾c‾‾r‾‾e‾‾t‾‾i‾‾o‾‾n‾‾ concretion \ \ \ \ concretion [77, 1303, 1340, 1308]
texture-row-lower: l‾‾e‾‾x‾‾i‾‾c‾‾a‾‾l‾‾ c‾‾o‾‾n‾‾c‾‾r‾‾e‾‾t‾‾i‾‾o‾‾n‾‾ l‾‾e‾‾x‾‾i‾‾c‾‾a‾‾l‾‾ ‾‾l‾‾‾‾l‾‾‾‾l‾‾c‾‾o‾‾n‾‾c‾‾r‾‾e‾‾t‾‾i‾‾o‾‾n‾‾ \ \ \ \ lexical concretion \ \ \ \ lexical c‾‾o‾‾n‾‾c‾‾r‾‾e‾‾t‾‾i‾‾o‾‾n‾‾ l‾‾e‾‾x‾‾i‾‾c‾‾a‾‾l‾‾ c‾‾o‾‾n‾‾c‾‾r‾‾e‾‾t‾‾i‾‾o‾‾n‾‾ l‾‾e‾‾x‾‾i‾‾c‾‾a‾‾l‾‾ lexical concretion l‾‾e‾‾x‾‾i‾‾c‾‾a‾‾l‾‾ ‾‾l‾‾l‾‾l‾‾l lexical ‾‾l‾‾l‾‾l‾‾l l‾‾e‾‾x‾‾i‾‾c‾‾a‾‾l‾‾ ‾‾l‾‾l‾‾l‾‾l ‾‾l‾‾‾‾l‾‾‾‾l‾‾l‾‾e‾‾x‾‾i‾‾c‾‾ [77, 1119, 1340, 1124]
texture-row: \ \ \ \ \ \ \ \ \ \ \ \ lexical concretion c‾‾o‾‾n‾‾c‾‾r‾‾e‾‾t‾‾i‾‾o‾‾n‾‾ lexical concretion c‾‾o‾‾n‾‾c‾‾r‾‾e‾‾t‾‾i‾‾o‾‾n‾‾ l‾‾e‾‾x‾‾i‾‾c‾‾a‾‾l‾‾ l‾‾e‾‾x‾‾i‾‾c‾‾a‾‾l‾‾ l‾‾e‾‾x‾‾i‾‾c‾‾a‾‾l‾‾ ‾‾l‾‾‾‾l‾‾‾‾l‾‾lexical concretion lexical concretion c‾‾o‾‾n‾‾c‾‾r‾‾e‾‾t‾‾i‾‾o‾‾n‾‾ concretion l‾‾e‾‾x‾‾i‾‾c‾‾a‾‾l‾‾ lexical concretion l‾‾e‾‾x‾‾i‾‾c‾‾a‾‾l‾‾ lexical c‾‾o‾‾n‾‾c‾‾r‾‾e‾‾t‾‾i‾‾o‾‾n‾‾ lexical lexical concreti [77, 107, 1340, 112]
texture-row: concretion lexical concretion lexical concretion lexical lexical lexical c‾‾o‾‾n‾‾c‾‾r‾‾e‾‾t‾‾i‾‾o‾‾n‾‾ l‾‾e‾‾x‾‾i‾‾c‾‾a‾‾l‾‾ lexical concretion \ \ \ \ concretion lexical concretion l‾‾e‾‾x‾‾i‾‾c‾‾a‾‾l‾‾ l‾‾e‾‾x‾‾i‾‾c‾‾a‾‾l‾‾ lexical concretion ‾‾l‾‾l‾‾l‾‾l l‾‾e‾‾x‾‾i‾‾c‾‾a‾‾l‾‾ l‾‾e‾‾x‾‾i‾‾c‾‾a‾‾l‾‾ ‾‾l‾‾‾‾l‾‾‾‾l‾‾l‾‾e‾‾x‾‾i‾‾c‾‾a‾‾l‾‾ l‾‾e‾‾x‾‾i‾‾c‾‾a‾‾l‾‾ lexical concretion lexical lexical concretion \ \ [77, 624, 1340, 629]
texture-row-lower: lexical c‾‾o‾‾n‾‾c‾‾r‾‾e‾‾t‾‾i‾‾o‾‾n‾‾ ‾‾l‾‾‾‾l‾‾‾‾l‾‾‾‾l‾‾l‾‾l‾‾l c‾‾o‾‾n‾‾c‾‾r‾‾e‾‾t‾‾i‾‾o‾‾n‾‾ lexical lexical concretion c‾‾o‾‾n‾‾c‾‾r‾‾e‾‾t‾‾i‾‾o‾‾n‾‾ ‾‾l‾‾‾‾l‾‾‾‾l‾‾‾‾l‾‾‾‾l‾‾‾‾l‾‾\ \ \ \ ‾‾l‾‾l‾‾l‾‾l lexical c‾‾o‾‾n‾‾c‾‾r‾‾e‾‾t‾‾i‾‾o‾‾n‾‾ ‾‾l‾‾‾‾l‾‾‾‾l‾‾‾‾l‾‾‾‾l‾‾‾‾l‾‾l‾‾e‾‾x‾‾i‾‾c‾‾a‾‾l‾‾ l‾‾e‾‾x‾‾i‾‾c‾‾a‾‾l‾‾ \ \ \ \ ‾‾l‾‾‾‾l‾‾‾‾l‾‾lexical concretion lexical lexical l‾‾e‾‾x‾‾i‾‾c‾‾a‾‾l‾‾ \ \ \ \ ‾‾l‾‾ [77, 1103, 1340, 1108]
texture-row: lexical concretion ‾‾l‾‾l‾‾l‾‾l \ \ \ \ lexical concretion concretion concretion lexical concretion c‾‾o‾‾n‾‾c‾‾r‾‾e‾‾t‾‾i‾‾o‾‾n‾‾ lexical concretion ‾‾l‾‾‾‾l‾‾‾‾l‾‾‾‾l‾‾‾‾l‾‾‾‾l‾‾lexical \ \ \ \ l‾‾e‾‾x‾‾i‾‾c‾‾a‾‾l‾‾ concretion concretion l‾‾e‾‾x‾‾i‾‾c‾‾a‾‾l‾‾ ‾‾l‾‾‾‾l‾‾‾‾l‾‾c‾‾o‾‾n‾‾c‾‾r‾‾e‾‾t‾‾i‾‾o‾‾n‾‾ l‾‾e‾‾x‾‾i‾‾c‾‾a‾‾l‾‾ ‾‾l‾‾l‾‾l‾‾l ‾‾l‾‾‾‾l‾‾‾‾l‾‾c‾‾o‾‾n‾‾c‾‾r‾‾e‾‾t‾‾i‾‾o‾‾n‾‾ c‾‾o‾‾n‾‾c‾‾r‾‾e‾‾t‾‾i‾‾o [77, 178, 1340, 183]
texture-row: ‾‾l‾‾‾‾l‾‾‾‾l‾‾\ \ \ \ lexical concretion lexical ‾‾l‾‾‾‾l‾‾‾‾l‾‾lexical lexical \ \ \ \ ‾‾l‾‾l‾‾l‾‾l ‾‾l‾‾l‾‾l‾‾l \ \ \ \ c‾‾o‾‾n‾‾c‾‾r‾‾e‾‾t‾‾i‾‾o‾‾n‾‾ ‾‾l‾‾‾‾l‾‾‾‾l‾‾lexical concretion concretion \ \ \ \ ‾‾l‾‾‾‾l‾‾‾‾l‾‾l‾‾e‾‾x‾‾i‾‾c‾‾a‾‾l‾‾ \ \ \ \ lexical ‾‾l‾‾‾‾l‾‾‾‾l‾‾l‾‾e‾‾x‾‾i‾‾c‾‾a‾‾l‾‾ ‾‾l‾‾‾‾l‾‾‾‾l‾‾lexical l‾‾e‾‾x‾‾i‾‾c‾‾a‾‾l‾‾ \ \ \ \ \ \ \ \ lexical l‾‾e‾‾x‾‾i‾‾c‾‾a‾‾l‾‾ c‾‾o‾‾n‾‾c‾‾r‾‾e‾‾t‾‾i‾‾o‾‾ [77, 635, 1340, 640]
texture-row: concretion ‾‾l‾‾l‾‾l‾‾l lexical concretion ‾‾l‾‾l‾‾l‾‾l concretion lexical concretion concretion l‾‾e‾‾x‾‾i‾‾c‾‾a‾‾l‾‾ ‾‾l‾‾l‾‾l‾‾l lexical c‾‾o‾‾n‾‾c‾‾r‾‾e‾‾t‾‾i‾‾o‾‾n‾‾ c‾‾o‾‾n‾‾c‾‾r‾‾e‾‾t‾‾i‾‾o‾‾n‾‾ l‾‾e‾‾x‾‾i‾‾c‾‾a‾‾l‾‾ lexical lexical ‾‾l‾‾l‾‾l‾‾l lexical concretion ‾‾l‾‾‾‾l‾‾‾‾l‾‾‾‾l‾‾‾‾l‾‾‾‾l‾‾l‾‾e‾‾x‾‾i‾‾c‾‾a‾‾l‾‾ concretion c‾‾o‾‾n‾‾c‾‾r‾‾e‾‾t‾‾i‾‾o‾‾n‾‾ concretion lexical c‾‾o‾‾n‾‾c‾‾r‾‾e‾‾t‾‾i‾‾o‾‾n‾ [77, 151, 1340, 157]
texture-row: ‾‾l‾‾l‾‾l‾‾l concretion \ \ \ \ ‾‾l‾‾l‾‾l‾‾l c‾‾o‾‾n‾‾c‾‾r‾‾e‾‾t‾‾i‾‾o‾‾n‾‾ lexical concretion lexical lexical c‾‾o‾‾n‾‾c‾‾r‾‾e‾‾t‾‾i‾‾o‾‾n‾‾ c‾‾o‾‾n‾‾c‾‾r‾‾e‾‾t‾‾i‾‾o‾‾n‾‾ lexical l‾‾e‾‾x‾‾i‾‾c‾‾a‾‾l‾‾ c‾‾o‾‾n‾‾c‾‾r‾‾e‾‾t‾‾i‾‾o‾‾n‾‾ concretion ‾‾l‾‾l‾‾l‾‾l ‾‾l‾‾‾‾l‾‾‾‾l‾‾c‾‾o‾‾n‾‾c‾‾r‾‾e‾‾t‾‾i‾‾o‾‾n‾‾ c‾‾o‾‾n‾‾c‾‾r‾‾e‾‾t‾‾i‾‾o‾‾n‾‾ ‾‾l‾‾l‾‾l‾‾l ‾‾l‾‾l‾‾l‾‾l lexical ‾‾l‾‾‾‾l‾‾‾‾l‾‾l‾‾e‾‾x‾‾i‾‾c‾‾a‾‾l‾‾ \ \ \ [77, 596, 1340, 601]
texture-row-lower: lexical concretion concretion lexical concretion ‾‾l‾‾‾‾l‾‾‾‾l‾‾lexical concretion l‾‾e‾‾x‾‾i‾‾c‾‾a‾‾l‾‾ c‾‾o‾‾n‾‾c‾‾r‾‾e‾‾t‾‾i‾‾o‾‾n‾‾ lexical concretion ‾‾l‾‾l‾‾l‾‾l lexical ‾‾l‾‾‾‾l‾‾‾‾l‾‾‾‾l‾‾l‾‾l‾‾l c‾‾o‾‾n‾‾c‾‾r‾‾e‾‾t‾‾i‾‾o‾‾n‾‾ \ \ \ \ c‾‾o‾‾n‾‾c‾‾r‾‾e‾‾t‾‾i‾‾o‾‾n‾‾ concretion ‾‾l‾‾‾‾l‾‾‾‾l‾‾concretion lexical concretion ‾‾l‾‾l‾‾l‾‾l c‾‾o‾‾n‾‾c‾‾r‾‾e‾‾t‾‾i‾‾o‾‾n‾‾ l‾‾e‾‾x‾‾i‾‾c‾‾a‾‾l‾‾ l‾‾e‾‾x‾‾i‾‾c‾‾a‾‾ [77, 1003, 1340, 1009]
texture-row-lower: ‾‾l‾‾‾‾l‾‾‾‾l‾‾\ \ \ \ lexical concretion lexical concretion lexical concretion c‾‾o‾‾n‾‾c‾‾r‾‾e‾‾t‾‾i‾‾o‾‾n‾‾ c‾‾o‾‾n‾‾c‾‾r‾‾e‾‾t‾‾i‾‾o‾‾n‾‾ c‾‾o‾‾n‾‾c‾‾r‾‾e‾‾t‾‾i‾‾o‾‾n‾‾ lexical ‾‾l‾‾l‾‾l‾‾l ‾‾l‾‾‾‾l‾‾‾‾l‾‾concretion ‾‾l‾‾l‾‾l‾‾l ‾‾l‾‾l‾‾l‾‾l l‾‾e‾‾x‾‾i‾‾c‾‾a‾‾l‾‾ concretion \ \ \ \ concretion l‾‾e‾‾x‾‾i‾‾c‾‾a‾‾l‾‾ lexical lexical l‾‾e‾‾x‾‾i‾‾c‾‾a‾‾l‾‾ l‾‾e‾‾x‾‾i‾‾c‾‾a‾‾l‾‾ lexical concretion ‾‾l‾‾l‾‾l‾‾l ‾ [77, 1092, 1340, 1098]
texture-row: lexical concretion l‾‾e‾‾x‾‾i‾‾c‾‾a‾‾l‾‾ l‾‾e‾‾x‾‾i‾‾c‾‾a‾‾l‾‾ c‾‾o‾‾n‾‾c‾‾r‾‾e‾‾t‾‾i‾‾o‾‾n‾‾ ‾‾l‾‾l‾‾l‾‾l l‾‾e‾‾x‾‾i‾‾c‾‾a‾‾l‾‾ ‾‾l‾‾‾‾l‾‾‾‾l‾‾c‾‾o‾‾n‾‾c‾‾r‾‾e‾‾t‾‾i‾‾o‾‾n‾‾ concretion lexical c‾‾o‾‾n‾‾c‾‾r‾‾e‾‾t‾‾i‾‾o‾‾n‾‾ ‾‾l‾‾l‾‾l‾‾l \ \ \ \ concretion \ \ \ \ lexical lexical lexical concretion lexical l‾‾e‾‾x‾‾i‾‾c‾‾a‾‾l‾‾ \ \ \ \ \ \ \ \ concretion lexical l‾‾e‾‾x‾‾i‾‾c‾‾a‾‾l‾‾ lexical concretion \ \ \ [77, 351, 2266, 361]
texture-row: ‾‾l‾‾l‾‾l‾‾l \ \ \ \ lexical lexical concretion l‾‾e‾‾x‾‾i‾‾c‾‾a‾‾l‾‾ c‾‾o‾‾n‾‾c‾‾r‾‾e‾‾t‾‾i‾‾o‾‾n‾‾ lexical lexical lexical concretion l‾‾e‾‾x‾‾i‾‾c‾‾a‾‾l‾‾ l‾‾e‾‾x‾‾i‾‾c‾‾a‾‾l‾‾ \ \ \ \ ‾‾l‾‾‾‾l‾‾‾‾l‾‾concretion l‾‾e‾‾x‾‾i‾‾c‾‾a‾‾l‾‾ l‾‾e‾‾x‾‾i‾‾c‾‾a‾‾l‾‾ l‾‾e‾‾x‾‾i‾‾c‾‾a‾‾l‾‾ concretion ‾‾l‾‾l‾‾l‾‾l lexical c‾‾o‾‾n‾‾c‾‾r‾‾e‾‾t‾‾i‾‾o‾‾n‾‾ lexical concretion ‾‾l‾‾‾‾l‾‾‾‾l‾‾lexical concretion ‾‾l‾‾l‾‾l‾‾l lex [77, 737, 1340, 742]
texture-row: concretion \ \ \ \ lexical \ \ \ \ \ \ \ \ lexical \ \ \ \ ‾‾l‾‾l‾‾l‾‾l lexical concretion l‾‾e‾‾x‾‾i‾‾c‾‾a‾‾l‾‾ ‾‾l‾‾l‾‾l‾‾l c‾‾o‾‾n‾‾c‾‾r‾‾e‾‾t‾‾i‾‾o‾‾n‾‾ l‾‾e‾‾x‾‾i‾‾c‾‾a‾‾l‾‾ l‾‾e‾‾x‾‾i‾‾c‾‾a‾‾l‾‾ lexical concretion c‾‾o‾‾n‾‾c‾‾r‾‾e‾‾t‾‾i‾‾o‾‾n‾‾ \ \ \ \ c‾‾o‾‾n‾‾c‾‾r‾‾e‾‾t‾‾i‾‾o‾‾n‾‾ \ \ \ \ lexical ‾‾l‾‾‾‾l‾‾‾‾l‾‾c‾‾o‾‾n‾‾c‾‾r‾‾e‾‾t‾‾i‾‾o‾‾n‾‾ concretion ‾‾l‾‾‾‾l‾‾‾‾l‾‾l‾‾e‾‾x‾‾i‾‾c‾‾a‾‾l‾‾ lexical conc [77, 753, 1340, 758]
texture-row: lexical lexical lexical c‾‾o‾‾n‾‾c‾‾r‾‾e‾‾t‾‾i‾‾o‾‾n‾‾ ‾‾l‾‾l‾‾l‾‾l ‾‾l‾‾‾‾l‾‾‾‾l‾‾lexical concretion \ \ \ \ lexical ‾‾l‾‾‾‾l‾‾‾‾l‾‾c‾‾o‾‾n‾‾c‾‾r‾‾e‾‾t‾‾i‾‾o‾‾n‾‾ \ \ \ \ ‾‾l‾‾l‾‾l‾‾l ‾‾l‾‾‾‾l‾‾‾‾l‾‾lexical lexical ‾‾l‾‾‾‾l‾‾‾‾l‾‾‾‾l‾‾‾‾l‾‾‾‾l‾‾l‾‾e‾‾x‾‾i‾‾c‾‾a‾‾l‾‾ concretion lexical concretion \ \ \ \ ‾‾l‾‾‾‾l‾‾‾‾l‾‾‾‾l‾‾‾‾l‾‾‾‾l‾‾‾‾l‾‾‾‾l‾‾‾‾l‾‾concretion l‾‾e‾‾x‾‾i‾‾c‾‾a‾‾l‾‾ c‾‾o‾‾n‾‾c‾‾r‾‾e‾‾t‾‾i‾‾o‾‾n‾‾ [77, 144, 1761, 151]
poem-title-row: ‾‾l‾‾e‾‾x‾‾i‾‾cal c o n c r‾‾e‾‾t‾‾ion \ \ \ \ \ \‾‾l‾‾l‾‾l‾\ \ \ l e x i c‾‾a‾‾l‾‾ ‾‾c‾‾oncreti‾‾o‾‾n‾‾ ‾‾l\ \ \ \‾‾l‾‾l‾‾e‾‾x‾‾ [77, 74, 765, 84]
texture-row-lower: lexical concretion c‾‾o‾‾n‾‾c‾‾r‾‾e‾‾t‾‾i‾‾o‾‾n‾‾ \ \ \ \ concretion ‾‾l‾‾l‾‾l‾‾l ‾‾l‾‾l‾‾l‾‾l c‾‾o‾‾n‾‾c‾‾r‾‾e‾‾t‾‾i‾‾o‾‾n‾‾ lexical ‾‾l‾‾l‾‾l‾‾l concretion ‾‾l‾‾‾‾l‾‾‾‾l‾‾l‾‾e‾‾x‾‾i‾‾c‾‾a‾‾l‾‾ ‾‾l‾‾‾‾l‾‾‾‾l‾‾lexical \ \ \ \ l‾‾e‾‾x‾‾i‾‾c‾‾a‾‾l‾‾ lexical concretion lexical lexical ‾‾l‾‾‾‾l‾‾‾‾l‾‾c‾‾o‾‾n‾‾c‾‾r‾‾e‾‾t‾‾i‾‾o‾‾n‾‾ \ \ \ \ ‾‾l‾‾l‾‾l‾‾l ‾‾l‾‾l‾‾l‾‾l \ \ \ \ lexical lexical concretion \ \ \ \ c‾‾o‾‾n‾‾ [77, 1053, 1340, 1058]
texture-row-lower: lexical concretion lexical lexical concretion lexical lexical \ \ \ \ concretion c‾‾o‾‾n‾‾c‾‾r‾‾e‾‾t‾‾i‾‾o‾‾n‾‾ l‾‾e‾‾x‾‾i‾‾c‾‾a‾‾l‾‾ \ \ \ \ c‾‾o‾‾n‾‾c‾‾r‾‾e‾‾t‾‾i‾‾o‾‾n‾‾ ‾‾l‾‾‾‾l‾‾‾‾l‾‾lexical lexical concretion lexical lexical concretion concretion l‾‾e‾‾x‾‾i‾‾c‾‾a‾‾l‾‾ \ \ \ \ ‾‾l‾‾‾‾l‾‾‾‾l‾‾‾‾l‾‾l‾‾l‾‾l lexical concretion ‾‾l‾‾‾‾l‾‾‾‾l‾‾l‾‾e‾‾x‾‾i‾‾c‾‾a‾‾l‾‾ \ \ \ \ c‾‾o‾‾n‾‾c‾‾r‾‾e‾‾t‾‾i‾‾o‾‾n‾‾ lexical [77, 1208, 1340, 1214]
texture-row-lower: l‾‾e‾‾x‾‾i‾‾c‾‾a‾‾l‾‾ \ \ \ \ ‾‾l‾‾l‾‾l‾‾l lexical concretion ‾‾l‾‾‾‾l‾‾‾‾l‾‾‾‾l‾‾l‾‾l‾‾l l‾‾e‾‾x‾‾i‾‾c‾‾a‾‾l‾‾ ‾‾l‾‾‾‾l‾‾‾‾l‾‾\ \ \ \ c‾‾o‾‾n‾‾c‾‾r‾‾e‾‾t‾‾i‾‾o‾‾n‾‾ lexical ‾‾l‾‾‾‾l‾‾‾‾l‾‾‾‾l‾‾‾‾l‾‾‾‾l‾‾c‾‾o‾‾n‾‾c‾‾r‾‾e‾‾t‾‾i‾‾o‾‾n‾‾ ‾‾l‾‾l‾‾l‾‾l \ \ \ \ ‾‾l‾‾‾‾l‾‾‾‾l‾‾concretion ‾‾l‾‾l‾‾l‾‾l lexical concretion c‾‾o‾‾n‾‾c‾‾r‾‾e‾‾t‾‾i‾‾o‾‾n‾‾ ‾‾l‾‾‾‾l‾‾‾‾l‾‾lexical lexical concretion lexical \ \ \ \ ‾‾l‾‾‾‾l‾‾‾‾ [77, 1164, 1340, 1169]
texture-row: ‾‾l‾‾l‾‾l‾‾l l‾‾e‾‾x‾‾i‾‾c‾‾a‾‾l‾‾ c‾‾o‾‾n‾‾c‾‾r‾‾e‾‾t‾‾i‾‾o‾‾n‾‾ ‾‾l‾‾l‾‾l‾‾l ‾‾l‾‾‾‾l‾‾‾‾l‾‾l‾‾e‾‾x‾‾i‾‾c‾‾a‾‾l‾‾ concretion lexical lexical c‾‾o‾‾n‾‾c‾‾r‾‾e‾‾t‾‾i‾‾o‾‾n‾‾ ‾‾l‾‾‾‾l‾‾‾‾l‾‾c‾‾o‾‾n‾‾c‾‾r‾‾e‾‾t‾‾i‾‾o‾‾n‾‾ lexical lexical concretion lexical concretion concretion lexical concretion lexical concretion lexical concretion lexical ‾‾l‾‾l‾‾l‾‾l ‾‾l‾‾‾‾l‾‾‾‾l‾‾c‾‾o‾‾n‾‾c‾‾r‾‾e‾‾t‾‾i‾‾o‾‾n‾‾ lexical lexic [77, 724, 1340, 729]
texture-row-lower: lexical l‾‾e‾‾x‾‾i‾‾c‾‾a‾‾l‾‾ l‾‾e‾‾x‾‾i‾‾c‾‾a‾‾l‾‾ ‾‾l‾‾l‾‾l‾‾l lexical l‾‾e‾‾x‾‾i‾‾c‾‾a‾‾l‾‾ lexical concretion lexical concretion ‾‾l‾‾l‾‾l‾‾l \ \ \ \ ‾‾l‾‾l‾‾l‾‾l lexical concretion lexical concretion c‾‾o‾‾n‾‾c‾‾r‾‾e‾‾t‾‾i‾‾o‾‾n‾‾ lexical ‾‾l‾‾‾‾l‾‾‾‾l‾‾‾‾l‾‾l‾‾l‾‾l lexical concretion ‾‾l‾‾‾‾l‾‾‾‾l‾‾‾‾l‾‾‾‾l‾‾‾‾l‾‾\ \ \ \ ‾‾l‾‾l‾‾l‾‾l ‾‾l‾‾‾‾l‾‾‾‾l‾‾lexical lexical c‾‾o‾‾n‾‾c‾‾r‾‾e‾‾t‾‾i‾‾o‾‾n‾‾ c‾‾o‾‾n‾‾c‾ [77, 1058, 1340, 1064]
texture-row: c‾‾o‾‾n‾‾c‾‾r‾‾e‾‾t‾‾i‾‾o‾‾n‾‾ ‾‾l‾‾l‾‾l‾‾l lexical concretion \ \ \ \ lexical concretion c‾‾o‾‾n‾‾c‾‾r‾‾e‾‾t‾‾i‾‾o‾‾n‾‾ c‾‾o‾‾n‾‾c‾‾r‾‾e‾‾t‾‾i‾‾o‾‾n‾‾ ‾‾l‾‾l‾‾l‾‾l l‾‾e‾‾x‾‾i‾‾c‾‾a‾‾l‾‾ lexical concretion l‾‾e‾‾x‾‾i‾‾c‾‾a‾‾l‾‾ concretion l‾‾e‾‾x‾‾i‾‾c‾‾a‾‾l‾‾ ‾‾l‾‾‾‾l‾‾‾‾l‾‾\ \ \ \ concretion ‾‾l‾‾l‾‾l‾‾l c‾‾o‾‾n‾‾c‾‾r‾‾e‾‾t‾‾i‾‾o‾‾n‾‾ c‾‾o‾‾n‾‾c‾‾r‾‾e‾‾t‾‾i‾‾o‾‾n‾‾ ‾‾l‾‾‾‾l‾‾‾‾l‾‾concretion lexical concreti [77, 228, 1761, 235]
texture-row-lower: ‾‾l‾‾‾‾l‾‾‾‾l‾‾lexical concretion ‾‾l‾‾l‾‾l‾‾l l‾‾e‾‾x‾‾i‾‾c‾‾a‾‾l‾‾ \ \ \ \ l‾‾e‾‾x‾‾i‾‾c‾‾a‾‾l‾‾ lexical concretion ‾‾l‾‾l‾‾l‾‾l ‾‾l‾‾‾‾l‾‾‾‾l‾‾c‾‾o‾‾n‾‾c‾‾r‾‾e‾‾t‾‾i‾‾o‾‾n‾‾ l‾‾e‾‾x‾‾i‾‾c‾‾a‾‾l‾‾ \ \ \ \ lexical concretion ‾‾l‾‾‾‾l‾‾‾‾l‾‾lexical concretion ‾‾l‾‾l‾‾l‾‾l ‾‾l‾‾‾‾l‾‾‾‾l‾‾‾‾l‾‾‾‾l‾‾‾‾l‾‾‾‾l‾‾l‾‾l‾‾l lexical concretion c‾‾o‾‾n‾‾c‾‾r‾‾e‾‾t‾‾i‾‾o‾‾n‾‾ concretion ‾‾l‾‾‾‾l‾‾‾‾l‾‾l‾‾e‾‾x‾‾i‾‾c‾‾a‾‾l‾‾ [77, 1203, 1340, 1208]
texture-row: \ \ \ \ ‾‾l‾‾l‾‾l‾‾l ‾‾l‾‾‾‾l‾‾‾‾l‾‾l‾‾e‾‾x‾‾i‾‾c‾‾a‾‾l‾‾ c‾‾o‾‾n‾‾c‾‾r‾‾e‾‾t‾‾i‾‾o‾‾n‾‾ ‾‾l‾‾‾‾l‾‾‾‾l‾‾‾‾l‾‾‾‾l‾‾‾‾l‾‾l‾‾e‾‾x‾‾i‾‾c‾‾a‾‾l‾‾ ‾‾l‾‾‾‾l‾‾‾‾l‾‾lexical concretion l‾‾e‾‾x‾‾i‾‾c‾‾a‾‾l‾‾ \ \ \ \ l‾‾e‾‾x‾‾i‾‾c‾‾a‾‾l‾‾ \ \ \ \ ‾‾l‾‾‾‾l‾‾‾‾l‾‾‾‾l‾‾l‾‾l‾‾l c‾‾o‾‾n‾‾c‾‾r‾‾e‾‾t‾‾i‾‾o‾‾n‾‾ ‾‾l‾‾‾‾l‾‾‾‾l‾‾\ \ \ \ l‾‾e‾‾x‾‾i‾‾c‾‾a‾‾l‾‾ c‾‾o‾‾n‾‾c‾‾r‾‾e‾‾t‾‾i‾‾o‾‾n‾‾ \ \ \ \ lexical concretion ‾‾l‾‾‾‾l‾‾‾‾l‾‾ [77, 388, 1340, 394]
texture-row-lower: lexical concretion l‾‾e‾‾x‾‾i‾‾c‾‾a‾‾l‾‾ concretion ‾‾l‾‾‾‾l‾‾‾‾l‾‾l‾‾e‾‾x‾‾i‾‾c‾‾a‾‾l‾‾ ‾‾l‾‾‾‾l‾‾‾‾l‾‾lexical concretion l‾‾e‾‾x‾‾i‾‾c‾‾a‾‾l‾‾ c‾‾o‾‾n‾‾c‾‾r‾‾e‾‾t‾‾i‾‾o‾‾n‾‾ lexical concretion ‾‾l‾‾‾‾l‾‾‾‾l‾‾\ \ \ \ \ \ \ \ lexical concretion ‾‾l‾‾‾‾l‾‾‾‾l‾‾l‾‾e‾‾x‾‾i‾‾c‾‾a‾‾l‾‾ lexical l‾‾e‾‾x‾‾i‾‾c‾‾a‾‾l‾‾ lexical ‾‾l‾‾‾‾l‾‾‾‾l‾‾\ \ \ \ lexical concretion lexical concretion ‾‾l‾‾l‾‾l‾‾l ‾‾l‾‾l‾‾l‾‾l ‾‾l‾‾‾‾ [77, 1042, 1340, 1048]
texture-row-footer: lexical concretion \ \ \ \ lexical lexical concretion l‾‾e‾‾x‾‾i‾‾c‾‾a‾‾l‾‾ c‾‾o‾‾n‾‾c‾‾r‾‾e‾‾t‾‾i‾‾o‾‾n‾‾ \ \ \ \ ‾‾l‾‾l‾‾l‾‾l \ \ \ \ c‾‾o‾‾n‾‾c‾‾r‾‾e‾‾t‾‾i‾‾o‾‾n‾‾ \ \ \ \ lexical lexical lexical concretion c‾‾o‾‾n‾‾c‾‾r‾‾e‾‾t‾‾i‾‾o‾‾n‾‾ lexical concretion ‾‾l‾‾‾‾l‾‾‾‾l‾‾l‾‾e‾‾x‾‾i‾‾c‾‾a‾‾l‾‾ ‾‾l‾‾l‾‾l‾‾l ‾‾l‾‾‾‾l‾‾‾‾l‾‾c‾‾o‾‾n‾‾c‾‾r‾‾e‾‾t‾‾i‾‾o‾‾n‾‾ c‾‾o‾‾n‾‾c‾‾r‾‾e‾‾t‾‾i‾‾o‾‾n‾‾ l‾‾e‾‾x‾‾i‾‾c‾‾a‾‾l‾‾ ‾‾l [77, 1490, 1340, 1495]
texture-row: ‾‾l‾‾l‾‾l‾‾l ‾‾l‾‾‾‾l‾‾‾‾l‾‾lexical concretion l‾‾e‾‾x‾‾i‾‾c‾‾a‾‾l‾‾ l‾‾e‾‾x‾‾i‾‾c‾‾a‾‾l‾‾ ‾‾l‾‾l‾‾l‾‾l c‾‾o‾‾n‾‾c‾‾r‾‾e‾‾t‾‾i‾‾o‾‾n‾‾ lexical concretion l‾‾e‾‾x‾‾i‾‾c‾‾a‾‾l‾‾ l‾‾e‾‾x‾‾i‾‾c‾‾a‾‾l‾‾ c‾‾o‾‾n‾‾c‾‾r‾‾e‾‾t‾‾i‾‾o‾‾n‾‾ lexical concretion lexical concretion \ \ \ \ lexical ‾‾l‾‾l‾‾l‾‾l \ \ \ \ lexical lexical concretion \ \ \ \ ‾‾l‾‾l‾‾l‾‾l ‾‾l‾‾l‾‾l‾‾l l‾‾e‾‾x‾‾i‾‾c‾‾a‾‾l‾‾ \ \ \ \ \ \ \ \ c‾‾o‾‾n‾‾c [77, 285, 1340, 290]
texture-row: ‾‾l‾‾l‾‾l‾‾l c‾‾o‾‾n‾‾c‾‾r‾‾e‾‾t‾‾i‾‾o‾‾n‾‾ \ \ \ \ concretion concretion lexical concretion concretion ‾‾l‾‾‾‾l‾‾‾‾l‾‾concretion concretion \ \ \ \ ‾‾l‾‾l‾‾l‾‾l ‾‾l‾‾l‾‾l‾‾l lexical lexical concretion l‾‾e‾‾x‾‾i‾‾c‾‾a‾‾l‾‾ ‾‾l‾‾l‾‾l‾‾l concretion ‾‾l‾‾‾‾l‾‾‾‾l‾‾lexical concretion c‾‾o‾‾n‾‾c‾‾r‾‾e‾‾t‾‾i‾‾o‾‾n‾‾ ‾‾l‾‾‾‾l‾‾‾‾l‾‾‾‾l‾‾‾‾l‾‾‾‾l‾‾‾‾l‾‾‾‾l‾‾‾‾l‾‾\ \ \ \ ‾‾l‾‾‾‾l‾‾‾‾l‾‾lexical concretion lexical l‾‾e‾‾x‾‾ [77, 601, 1340, 606]
texture-row: c‾‾o‾‾n‾‾c‾‾r‾‾e‾‾t‾‾i‾‾o‾‾n‾‾ c‾‾o‾‾n‾‾c‾‾r‾‾e‾‾t‾‾i‾‾o‾‾n‾‾ lexical l‾‾e‾‾x‾‾i‾‾c‾‾a‾‾l‾‾ lexical l‾‾e‾‾x‾‾i‾‾c‾‾a‾‾l‾‾ concretion lexical lexical concretion concretion ‾‾l‾‾‾‾l‾‾‾‾l‾‾‾‾l‾‾l‾‾l‾‾l \ \ \ \ lexical \ \ \ \ concretion lexical lexical concretion lexical ‾‾l‾‾‾‾l‾‾‾‾l‾‾concretion concretion lexical concretion l‾‾e‾‾x‾‾i‾‾c‾‾a‾‾l‾‾ concretion concretion c‾‾o‾‾n‾‾c‾‾r‾‾e‾‾t‾‾i‾‾o‾‾n‾‾ lexical concre [77, 167, 1340, 173]
texture-row: lexical concretion ‾‾l‾‾‾‾l‾‾‾‾l‾‾lexical concretion concretion ‾‾l‾‾‾‾l‾‾‾‾l‾‾c‾‾o‾‾n‾‾c‾‾r‾‾e‾‾t‾‾i‾‾o‾‾n‾‾ lexical concretion lexical \ \ \ \ ‾‾l‾‾‾‾l‾‾‾‾l‾‾l‾‾e‾‾x‾‾i‾‾c‾‾a‾‾l‾‾ lexical concretion ‾‾l‾‾l‾‾l‾‾l concretion lexical concretion concretion ‾‾l‾‾‾‾l‾‾‾‾l‾‾lexical concretion c‾‾o‾‾n‾‾c‾‾r‾‾e‾‾t‾‾i‾‾o‾‾n‾‾ concretion concretion concretion ‾‾l‾‾l‾‾l‾‾l \ \ \ \ ‾‾l‾‾l‾‾l‾‾l l‾‾e‾‾x‾‾i‾‾c‾‾a‾‾l‾‾ lexical [77, 240, 1340, 246]
texture-row-lower: ‾‾l‾‾l‾‾l‾‾l c‾‾o‾‾n‾‾c‾‾r‾‾e‾‾t‾‾i‾‾o‾‾n‾‾ c‾‾o‾‾n‾‾c‾‾r‾‾e‾‾t‾‾i‾‾o‾‾n‾‾ lexical concretion c‾‾o‾‾n‾‾c‾‾r‾‾e‾‾t‾‾i‾‾o‾‾n‾‾ \ \ \ \ ‾‾l‾‾‾‾l‾‾‾‾l‾‾concretion \ \ \ \ l‾‾e‾‾x‾‾i‾‾c‾‾a‾‾l‾‾ \ \ \ \ ‾‾l‾‾‾‾l‾‾‾‾l‾‾c‾‾o‾‾n‾‾c‾‾r‾‾e‾‾t‾‾i‾‾o‾‾n‾‾ l‾‾e‾‾x‾‾i‾‾c‾‾a‾‾l‾‾ lexical concretion ‾‾l‾‾‾‾l‾‾‾‾l‾‾l‾‾e‾‾x‾‾i‾‾c‾‾a‾‾l‾‾ lexical concretion ‾‾l‾‾‾‾l‾‾‾‾l‾‾l‾‾e‾‾x‾‾i‾‾c‾‾a‾‾l‾‾ l‾‾e‾‾x‾‾i‾‾c‾‾a‾‾l‾‾ ‾‾l‾‾‾‾l‾‾‾‾ [77, 1198, 1340, 1203]
footer-line-1: ‾‾lexical conc‾‾r‾‾e‾‾tion \ \ \ \ \‾‾l‾‾l‾‾l‾‾l\ \ \ \ lexical concretion‾‾ ‾‾l‾‾l‾‾l‾‾l‾‾l‾‾l‾‾l‾‾l‾‾l‾‾l‾‾l‾‾l‾‾exical [77, 1342, 853, 1355]
large-line-2: ‾‾l‾‾e‾‾x‾‾i‾‾c‾‾a‾‾l‾‾ ‾‾c‾‾o‾‾n‾‾c‾‾r‾‾e‾‾t‾‾i‾‾o‾‾n‾‾ ‾‾l\ \ \ \ \ \ \ \ \ le‾‾x‾‾i‾‾cal concre‾‾t‾‾i‾‾on \ \ \ \ \ \ \ \ \ l e x [77, 933, 1367, 951]
texture-row: concretion concretion c‾‾o‾‾n‾‾c‾‾r‾‾e‾‾t‾‾i‾‾o‾‾n‾‾ \ \ \ \ ‾‾l‾‾‾‾l‾‾‾‾l‾‾‾‾l‾‾l‾‾l‾‾l lexical concretion lexical lexical concretion lexical c‾‾o‾‾n‾‾c‾‾r‾‾e‾‾t‾‾i‾‾o‾‾n‾‾ lexical lexical concretion \ \ \ \ ‾‾l‾‾‾‾l‾‾‾‾l‾‾\ \ \ \ concretion c‾‾o‾‾n‾‾c‾‾r‾‾e‾‾t‾‾i‾‾o‾‾n‾‾ lexical l‾‾e‾‾x‾‾i‾‾c‾‾a‾‾l‾‾ ‾‾l‾‾l‾‾l‾‾l \ \ \ \ ‾‾l‾‾l‾‾l‾‾l ‾‾l‾‾l‾‾l‾‾l c‾‾o‾‾n‾‾c‾‾r‾‾e‾‾t‾‾i‾‾o‾‾n‾‾ lexical \ \ \ \ c‾‾o‾‾n‾‾c‾‾r‾‾e‾ [77, 679, 1340, 685]
footer-line-6: le‾‾x‾‾i‾‾cal concret‾‾i‾‾o‾‾n‾‾ \ \ \ \ \ \ \ \ \ \ \ l e x i c a‾‾l‾‾ ‾‾c‾‾o‾‾n‾‾c‾‾r‾‾e‾‾t‾‾i‾‾o‾‾n‾‾ ‾‾l‾‾l‾‾l‾\ \ \ \ \ \ \ l e x i [77, 1473, 801, 1483]
texture-row: l‾‾e‾‾x‾‾i‾‾c‾‾a‾‾l‾‾ lexical concretion c‾‾o‾‾n‾‾c‾‾r‾‾e‾‾t‾‾i‾‾o‾‾n‾‾ lexical c‾‾o‾‾n‾‾c‾‾r‾‾e‾‾t‾‾i‾‾o‾‾n‾‾ lexical ‾‾l‾‾‾‾l‾‾‾‾l‾‾‾‾l‾‾l‾‾l‾‾l ‾‾l‾‾l‾‾l‾‾l l‾‾e‾‾x‾‾i‾‾c‾‾a‾‾l‾‾ concretion ‾‾l‾‾‾‾l‾‾‾‾l‾‾c‾‾o‾‾n‾‾c‾‾r‾‾e‾‾t‾‾i‾‾o‾‾n‾‾ c‾‾o‾‾n‾‾c‾‾r‾‾e‾‾t‾‾i‾‾o‾‾n‾‾ concretion \ \ \ \ ‾‾l‾‾‾‾l‾‾‾‾l‾‾c‾‾o‾‾n‾‾c‾‾r‾‾e‾‾t‾‾i‾‾o‾‾n‾‾ \ \ \ \ ‾‾l‾‾l‾‾l‾‾l l‾‾e‾‾x‾‾i‾‾c‾‾a‾‾l‾‾ \ \ \ \ lexical concretion ‾‾l‾‾‾‾ [77, 256, 1340, 262]
texture-row: ‾‾l‾‾l‾‾l‾‾l c‾‾o‾‾n‾‾c‾‾r‾‾e‾‾t‾‾i‾‾o‾‾n‾‾ \ \ \ \ \ \ \ \ concretion lexical concretion l‾‾e‾‾x‾‾i‾‾c‾‾a‾‾l‾‾ c‾‾o‾‾n‾‾c‾‾r‾‾e‾‾t‾‾i‾‾o‾‾n‾‾ l‾‾e‾‾x‾‾i‾‾c‾‾a‾‾l‾‾ \ \ \ \ lexical concretion \ \ \ \ l‾‾e‾‾x‾‾i‾‾c‾‾a‾‾l‾‾ l‾‾e‾‾x‾‾i‾‾c‾‾a‾‾l‾‾ c‾‾o‾‾n‾‾c‾‾r‾‾e‾‾t‾‾i‾‾o‾‾n‾‾ lexical ‾‾l‾‾l‾‾l‾‾l l‾‾e‾‾x‾‾i‾‾c‾‾a‾‾l‾‾ l‾‾e‾‾x‾‾i‾‾c‾‾a‾‾l‾‾ c‾‾o‾‾n‾‾c‾‾r‾‾e‾‾t‾‾i‾‾o‾‾n‾‾ ‾‾l‾‾‾‾l‾‾‾‾l‾‾‾‾l‾‾‾‾l‾‾‾‾l‾‾l‾‾e‾‾x‾‾ [77, 183, 1761, 191]
texture-row-lower: ‾‾l‾‾l‾‾l‾‾l l‾‾e‾‾x‾‾i‾‾c‾‾a‾‾l‾‾ l‾‾e‾‾x‾‾i‾‾c‾‾a‾‾l‾‾ ‾‾l‾‾l‾‾l‾‾l lexical concretion lexical concretion \ \ \ \ c‾‾o‾‾n‾‾c‾‾r‾‾e‾‾t‾‾i‾‾o‾‾n‾‾ concretion concretion lexical ‾‾l‾‾‾‾l‾‾‾‾l‾‾lexical concretion lexical concretion concretion l‾‾e‾‾x‾‾i‾‾c‾‾a‾‾l‾‾ l‾‾e‾‾x‾‾i‾‾c‾‾a‾‾l‾‾ concretion \ \ \ \ ‾‾l‾‾‾‾l‾‾‾‾l‾‾c‾‾o‾‾n‾‾c‾‾r‾‾e‾‾t‾‾i‾‾o‾‾n‾‾ l‾‾e‾‾x‾‾i‾‾c‾‾a‾‾l‾‾ ‾‾l‾‾‾‾l‾‾‾‾l‾‾‾‾l‾‾l‾‾l‾‾l \ \ \ \ ‾‾l‾‾ [77, 1182, 1340, 1187]
concrete-poem-artwork [77, 74, 2266, 1580]
texture-row-lower: ‾‾l‾‾l‾‾l‾‾l \ \ \ \ l‾‾e‾‾x‾‾i‾‾c‾‾a‾‾l‾‾ lexical concretion lexical concretion ‾‾l‾‾l‾‾l‾‾l lexical concretion c‾‾o‾‾n‾‾c‾‾r‾‾e‾‾t‾‾i‾‾o‾‾n‾‾ \ \ \ \ lexical lexical lexical concretion \ \ \ \ \ \ \ \ ‾‾l‾‾‾‾l‾‾‾‾l‾‾\ \ \ \ c‾‾o‾‾n‾‾c‾‾r‾‾e‾‾t‾‾i‾‾o‾‾n‾‾ lexical concretion lexical concretion c‾‾o‾‾n‾‾c‾‾r‾‾e‾‾t‾‾i‾‾o‾‾n‾‾ ‾‾l‾‾l‾‾l‾‾l concretion c‾‾o‾‾n‾‾c‾‾r‾‾e‾‾t‾‾i‾‾o‾‾n‾‾ l‾‾e‾‾x‾‾i‾‾c‾‾a‾‾l‾‾ ‾‾l‾‾l‾‾l‾‾ [77, 1087, 1340, 1092]
texture-row-lower: c‾‾o‾‾n‾‾c‾‾r‾‾e‾‾t‾‾i‾‾o‾‾n‾‾ l‾‾e‾‾x‾‾i‾‾c‾‾a‾‾l‾‾ l‾‾e‾‾x‾‾i‾‾c‾‾a‾‾l‾‾ l‾‾e‾‾x‾‾i‾‾c‾‾a‾‾l‾‾ \ \ \ \ lexical concretion lexical ‾‾l‾‾l‾‾l‾‾l lexical concretion concretion l‾‾e‾‾x‾‾i‾‾c‾‾a‾‾l‾‾ \ \ \ \ lexical concretion ‾‾l‾‾‾‾l‾‾‾‾l‾‾\ \ \ \ \ \ \ \ ‾‾l‾‾l‾‾l‾‾l c‾‾o‾‾n‾‾c‾‾r‾‾e‾‾t‾‾i‾‾o‾‾n‾‾ \ \ \ \ concretion lexical concretion c‾‾o‾‾n‾‾c‾‾r‾‾e‾‾t‾‾i‾‾o‾‾n‾‾ concretion lexical concretion ‾‾l‾‾‾‾l‾‾‾‾l‾‾ [77, 1032, 1340, 1037]
texture-row: l‾‾e‾‾x‾‾i‾‾c‾‾a‾‾l‾‾ lexical ‾‾l‾‾l‾‾l‾‾l lexical concretion lexical ‾‾l‾‾l‾‾l‾‾l ‾‾l‾‾l‾‾l‾‾l c‾‾o‾‾n‾‾c‾‾r‾‾e‾‾t‾‾i‾‾o‾‾n‾‾ ‾‾l‾‾l‾‾l‾‾l ‾‾l‾‾l‾‾l‾‾l concretion lexical c‾‾o‾‾n‾‾c‾‾r‾‾e‾‾t‾‾i‾‾o‾‾n‾‾ lexical \ \ \ \ c‾‾o‾‾n‾‾c‾‾r‾‾e‾‾t‾‾i‾‾o‾‾n‾‾ concretion c‾‾o‾‾n‾‾c‾‾r‾‾e‾‾t‾‾i‾‾o‾‾n‾‾ c‾‾o‾‾n‾‾c‾‾r‾‾e‾‾t‾‾i‾‾o‾‾n‾‾ l‾‾e‾‾x‾‾i‾‾c‾‾a‾‾l‾‾ concretion \ \ \ \ ‾‾l‾‾‾‾l‾‾‾‾l‾‾lexical concretion l‾‾e‾‾x‾‾i‾‾c‾‾ [77, 629, 1340, 635]
texture-row: lexical concretion l‾‾e‾‾x‾‾i‾‾c‾‾a‾‾l‾‾ \ \ \ \ c‾‾o‾‾n‾‾c‾‾r‾‾e‾‾t‾‾i‾‾o‾‾n‾‾ lexical concretion ‾‾l‾‾‾‾l‾‾‾‾l‾‾concretion ‾‾l‾‾l‾‾l‾‾l ‾‾l‾‾l‾‾l‾‾l l‾‾e‾‾x‾‾i‾‾c‾‾a‾‾l‾‾ ‾‾l‾‾l‾‾l‾‾l lexical concretion l‾‾e‾‾x‾‾i‾‾c‾‾a‾‾l‾‾ l‾‾e‾‾x‾‾i‾‾c‾‾a‾‾l‾‾ ‾‾l‾‾l‾‾l‾‾l ‾‾l‾‾l‾‾l‾‾l ‾‾l‾‾‾‾l‾‾‾‾l‾‾l‾‾e‾‾x‾‾i‾‾c‾‾a‾‾l‾‾ lexical concretion c‾‾o‾‾n‾‾c‾‾r‾‾e‾‾t‾‾i‾‾o‾‾n‾‾ l‾‾e‾‾x‾‾i‾‾c‾‾a‾‾l‾‾ l‾‾e‾‾x‾‾i‾‾c‾‾a‾‾l‾‾ concr [77, 530, 1340, 535]
texture-row: lexical l‾‾e‾‾x‾‾i‾‾c‾‾a‾‾l‾‾ c‾‾o‾‾n‾‾c‾‾r‾‾e‾‾t‾‾i‾‾o‾‾n‾‾ lexical concretion ‾‾l‾‾‾‾l‾‾‾‾l‾‾‾‾l‾‾‾‾l‾‾‾‾l‾‾c‾‾o‾‾n‾‾c‾‾r‾‾e‾‾t‾‾i‾‾o‾‾n‾‾ ‾‾l‾‾l‾‾l‾‾l ‾‾l‾‾‾‾l‾‾‾‾l‾‾lexical concretion \ \ \ \ lexical concretion ‾‾l‾‾l‾‾l‾‾l c‾‾o‾‾n‾‾c‾‾r‾‾e‾‾t‾‾i‾‾o‾‾n‾‾ \ \ \ \ c‾‾o‾‾n‾‾c‾‾r‾‾e‾‾t‾‾i‾‾o‾‾n‾‾ ‾‾l‾‾l‾‾l‾‾l concretion ‾‾l‾‾l‾‾l‾‾l lexical \ \ \ \ ‾‾l‾‾‾‾l‾‾‾‾l‾‾\ \ \ \ lexical concretion concretion ‾‾l‾‾‾‾l‾‾‾ [77, 312, 1761, 319]
texture-row-lower: lexical concretion \ \ \ \ l‾‾e‾‾x‾‾i‾‾c‾‾a‾‾l‾‾ lexical concretion l‾‾e‾‾x‾‾i‾‾c‾‾a‾‾l‾‾ \ \ \ \ ‾‾l‾‾l‾‾l‾‾l ‾‾l‾‾‾‾l‾‾‾‾l‾‾concretion concretion lexical concretion concretion ‾‾l‾‾l‾‾l‾‾l l‾‾e‾‾x‾‾i‾‾c‾‾a‾‾l‾‾ lexical \ \ \ \ \ \ \ \ concretion c‾‾o‾‾n‾‾c‾‾r‾‾e‾‾t‾‾i‾‾o‾‾n‾‾ c‾‾o‾‾n‾‾c‾‾r‾‾e‾‾t‾‾i‾‾o‾‾n‾‾ lexical \ \ \ \ ‾‾l‾‾l‾‾l‾‾l c‾‾o‾‾n‾‾c‾‾r‾‾e‾‾t‾‾i‾‾o‾‾n‾‾ ‾‾l‾‾l‾‾l‾‾l concretion ‾‾l‾‾‾‾l‾‾‾‾l‾‾l‾‾e‾ [77, 1148, 1340, 1153]
texture-row: lexical l‾‾e‾‾x‾‾i‾‾c‾‾a‾‾l‾‾ ‾‾l‾‾‾‾l‾‾‾‾l‾‾lexical concretion concretion l‾‾e‾‾x‾‾i‾‾c‾‾a‾‾l‾‾ lexical concretion lexical lexical concretion ‾‾l‾‾‾‾l‾‾‾‾l‾‾c‾‾o‾‾n‾‾c‾‾r‾‾e‾‾t‾‾i‾‾o‾‾n‾‾ lexical ‾‾l‾‾‾‾l‾‾‾‾l‾‾lexical ‾‾l‾‾l‾‾l‾‾l c‾‾o‾‾n‾‾c‾‾r‾‾e‾‾t‾‾i‾‾o‾‾n‾‾ lexical c‾‾o‾‾n‾‾c‾‾r‾‾e‾‾t‾‾i‾‾o‾‾n‾‾ lexical concretion concretion concretion l‾‾e‾‾x‾‾i‾‾c‾‾a‾‾l‾‾ c‾‾o‾‾n‾‾c‾‾r‾‾e‾‾t‾‾i‾‾o‾‾n‾‾ l‾‾e‾‾x‾‾i‾‾c‾‾a [77, 335, 1340, 340]
texture-row: lexical ‾‾l‾‾l‾‾l‾‾l ‾‾l‾‾‾‾l‾‾‾‾l‾‾concretion lexical concretion c‾‾o‾‾n‾‾c‾‾r‾‾e‾‾t‾‾i‾‾o‾‾n‾‾ lexical concretion ‾‾l‾‾l‾‾l‾‾l ‾‾l‾‾‾‾l‾‾‾‾l‾‾l‾‾e‾‾x‾‾i‾‾c‾‾a‾‾l‾‾ c‾‾o‾‾n‾‾c‾‾r‾‾e‾‾t‾‾i‾‾o‾‾n‾‾ concretion lexical concretion ‾‾l‾‾‾‾l‾‾‾‾l‾‾lexical l‾‾e‾‾x‾‾i‾‾c‾‾a‾‾l‾‾ l‾‾e‾‾x‾‾i‾‾c‾‾a‾‾l‾‾ \ \ \ \ concretion ‾‾l‾‾‾‾l‾‾‾‾l‾‾‾‾l‾‾l‾‾l‾‾l l‾‾e‾‾x‾‾i‾‾c‾‾a‾‾l‾‾ concretion c‾‾o‾‾n‾‾c‾‾r‾‾e‾‾t‾‾i‾‾o‾‾n‾‾ concreti [77, 133, 1340, 139]
texture-row-lower: lexical c‾‾o‾‾n‾‾c‾‾r‾‾e‾‾t‾‾i‾‾o‾‾n‾‾ l‾‾e‾‾x‾‾i‾‾c‾‾a‾‾l‾‾ l‾‾e‾‾x‾‾i‾‾c‾‾a‾‾l‾‾ c‾‾o‾‾n‾‾c‾‾r‾‾e‾‾t‾‾i‾‾o‾‾n‾‾ ‾‾l‾‾‾‾l‾‾‾‾l‾‾l‾‾e‾‾x‾‾i‾‾c‾‾a‾‾l‾‾ lexical ‾‾l‾‾‾‾l‾‾‾‾l‾‾\ \ \ \ lexical concretion concretion lexical l‾‾e‾‾x‾‾i‾‾c‾‾a‾‾l‾‾ ‾‾l‾‾‾‾l‾‾‾‾l‾‾lexical \ \ \ \ concretion lexical ‾‾l‾‾l‾‾l‾‾l concretion concretion c‾‾o‾‾n‾‾c‾‾r‾‾e‾‾t‾‾i‾‾o‾‾n‾‾ l‾‾e‾‾x‾‾i‾‾c‾‾a‾‾l‾‾ lexical l‾‾e‾‾x‾‾i‾‾c‾‾a‾‾l‾‾ ‾ [77, 1169, 1340, 1174]
texture-row-lower: \ \ \ \ \ \ \ \ c‾‾o‾‾n‾‾c‾‾r‾‾e‾‾t‾‾i‾‾o‾‾n‾‾ \ \ \ \ ‾‾l‾‾l‾‾l‾‾l ‾‾l‾‾‾‾l‾‾‾‾l‾‾concretion l‾‾e‾‾x‾‾i‾‾c‾‾a‾‾l‾‾ lexical concretion concretion \ \ \ \ l‾‾e‾‾x‾‾i‾‾c‾‾a‾‾l‾‾ l‾‾e‾‾x‾‾i‾‾c‾‾a‾‾l‾‾ ‾‾l‾‾l‾‾l‾‾l l‾‾e‾‾x‾‾i‾‾c‾‾a‾‾l‾‾ lexical concretion concretion ‾‾l‾‾l‾‾l‾‾l ‾‾l‾‾l‾‾l‾‾l ‾‾l‾‾‾‾l‾‾‾‾l‾‾lexical l‾‾e‾‾x‾‾i‾‾c‾‾a‾‾l‾‾ \ \ \ \ ‾‾l‾‾‾‾l‾‾‾‾l‾‾lexical lexical ‾‾l‾‾l‾‾l‾‾l concretion lexical concretio [77, 1069, 1340, 1074]
texture-row: concretion ‾‾l‾‾l‾‾l‾‾l ‾‾l‾‾‾‾l‾‾‾‾l‾‾c‾‾o‾‾n‾‾c‾‾r‾‾e‾‾t‾‾i‾‾o‾‾n‾‾ ‾‾l‾‾‾‾l‾‾‾‾l‾‾c‾‾o‾‾n‾‾c‾‾r‾‾e‾‾t‾‾i‾‾o‾‾n‾‾ l‾‾e‾‾x‾‾i‾‾c‾‾a‾‾l‾‾ c‾‾o‾‾n‾‾c‾‾r‾‾e‾‾t‾‾i‾‾o‾‾n‾‾ concretion ‾‾l‾‾‾‾l‾‾‾‾l‾‾c‾‾o‾‾n‾‾c‾‾r‾‾e‾‾t‾‾i‾‾o‾‾n‾‾ ‾‾l‾‾‾‾l‾‾‾‾l‾‾l‾‾e‾‾x‾‾i‾‾c‾‾a‾‾l‾‾ l‾‾e‾‾x‾‾i‾‾c‾‾a‾‾l‾‾ ‾‾l‾‾l‾‾l‾‾l ‾‾l‾‾l‾‾l‾‾l c‾‾o‾‾n‾‾c‾‾r‾‾e‾‾t‾‾i‾‾o‾‾n‾‾ l‾‾e‾‾x‾‾i‾‾c‾‾a‾‾l‾‾ lexical concretion ‾‾l‾‾l‾‾l‾‾l lexical ‾‾l‾‾l‾ [77, 522, 1761, 530]
texture-row: ‾‾l‾‾l‾‾l‾‾l c‾‾o‾‾n‾‾c‾‾r‾‾e‾‾t‾‾i‾‾o‾‾n‾‾ l‾‾e‾‾x‾‾i‾‾c‾‾a‾‾l‾‾ c‾‾o‾‾n‾‾c‾‾r‾‾e‾‾t‾‾i‾‾o‾‾n‾‾ c‾‾o‾‾n‾‾c‾‾r‾‾e‾‾t‾‾i‾‾o‾‾n‾‾ lexical concretion \ \ \ \ \ \ \ \ lexical concretion l‾‾e‾‾x‾‾i‾‾c‾‾a‾‾l‾‾ l‾‾e‾‾x‾‾i‾‾c‾‾a‾‾l‾‾ concretion concretion \ \ \ \ c‾‾o‾‾n‾‾c‾‾r‾‾e‾‾t‾‾i‾‾o‾‾n‾‾ concretion ‾‾l‾‾l‾‾l‾‾l concretion concretion lexical ‾‾l‾‾‾‾l‾‾‾‾l‾‾lexical concretion lexical ‾‾l‾‾l‾‾l‾‾l ‾‾l‾‾l‾‾l‾‾l c‾‾o [77, 708, 1340, 713]
texture-row: l‾‾e‾‾x‾‾i‾‾c‾‾a‾‾l‾‾ lexical ‾‾l‾‾‾‾l‾‾‾‾l‾‾lexical lexical lexical ‾‾l‾‾l‾‾l‾‾l concretion \ \ \ \ concretion c‾‾o‾‾n‾‾c‾‾r‾‾e‾‾t‾‾i‾‾o‾‾n‾‾ lexical c‾‾o‾‾n‾‾c‾‾r‾‾e‾‾t‾‾i‾‾o‾‾n‾‾ l‾‾e‾‾x‾‾i‾‾c‾‾a‾‾l‾‾ concretion \ \ \ \ ‾‾l‾‾‾‾l‾‾‾‾l‾‾‾‾l‾‾‾‾l‾‾‾‾l‾‾c‾‾o‾‾n‾‾c‾‾r‾‾e‾‾t‾‾i‾‾o‾‾n‾‾ lexical concretion c‾‾o‾‾n‾‾c‾‾r‾‾e‾‾t‾‾i‾‾o‾‾n‾‾ lexical concretion concretion concretion lexical concretion ‾‾l‾‾l‾‾l‾‾l lexical [77, 367, 1340, 372]
texture-row: lexical concretion ‾‾l‾‾‾‾l‾‾‾‾l‾‾concretion ‾‾l‾‾l‾‾l‾‾l \ \ \ \ l‾‾e‾‾x‾‾i‾‾c‾‾a‾‾l‾‾ lexical concretion ‾‾l‾‾l‾‾l‾‾l \ \ \ \ c‾‾o‾‾n‾‾c‾‾r‾‾e‾‾t‾‾i‾‾o‾‾n‾‾ \ \ \ \ c‾‾o‾‾n‾‾c‾‾r‾‾e‾‾t‾‾i‾‾o‾‾n‾‾ c‾‾o‾‾n‾‾c‾‾r‾‾e‾‾t‾‾i‾‾o‾‾n‾‾ ‾‾l‾‾‾‾l‾‾‾‾l‾‾lexical l‾‾e‾‾x‾‾i‾‾c‾‾a‾‾l‾‾ ‾‾l‾‾l‾‾l‾‾l ‾‾l‾‾‾‾l‾‾‾‾l‾‾l‾‾e‾‾x‾‾i‾‾c‾‾a‾‾l‾‾ concretion c‾‾o‾‾n‾‾c‾‾r‾‾e‾‾t‾‾i‾‾o‾‾n‾‾ \ \ \ \ c‾‾o‾‾n‾‾c‾‾r‾‾e‾‾t‾‾i‾‾o‾‾n‾‾ \ \ \ \ [77, 128, 1340, 133]
texture-row: \ \ \ \ \ \ \ \ ‾‾l‾‾l‾‾l‾‾l l‾‾e‾‾x‾‾i‾‾c‾‾a‾‾l‾‾ lexical l‾‾e‾‾x‾‾i‾‾c‾‾a‾‾l‾‾ l‾‾e‾‾x‾‾i‾‾c‾‾a‾‾l‾‾ \ \ \ \ \ \ \ \ c‾‾o‾‾n‾‾c‾‾r‾‾e‾‾t‾‾i‾‾o‾‾n‾‾ lexical lexical lexical concretion concretion concretion c‾‾o‾‾n‾‾c‾‾r‾‾e‾‾t‾‾i‾‾o‾‾n‾‾ \ \ \ \ lexical ‾‾l‾‾l‾‾l‾‾l lexical concretion concretion lexical concretion lexical l‾‾e‾‾x‾‾i‾‾c‾‾a‾‾l‾‾ ‾‾l‾‾‾‾l‾‾‾‾l‾‾c‾‾o‾‾n‾‾c‾‾r‾‾e‾‾t‾‾i‾‾o‾‾n‾‾ c‾‾o‾‾n‾‾c‾‾r‾‾e‾‾t‾‾ [77, 658, 1340, 663]
texture-row: concretion ‾‾l‾‾l‾‾l‾‾l c‾‾o‾‾n‾‾c‾‾r‾‾e‾‾t‾‾i‾‾o‾‾n‾‾ concretion ‾‾l‾‾‾‾l‾‾‾‾l‾‾\ \ \ \ lexical c‾‾o‾‾n‾‾c‾‾r‾‾e‾‾t‾‾i‾‾o‾‾n‾‾ ‾‾l‾‾l‾‾l‾‾l concretion c‾‾o‾‾n‾‾c‾‾r‾‾e‾‾t‾‾i‾‾o‾‾n‾‾ ‾‾l‾‾‾‾l‾‾‾‾l‾‾lexical c‾‾o‾‾n‾‾c‾‾r‾‾e‾‾t‾‾i‾‾o‾‾n‾‾ lexical concretion lexical lexical l‾‾e‾‾x‾‾i‾‾c‾‾a‾‾l‾‾ ‾‾l‾‾l‾‾l‾‾l c‾‾o‾‾n‾‾c‾‾r‾‾e‾‾t‾‾i‾‾o‾‾n‾‾ ‾‾l‾‾l‾‾l‾‾l concretion c‾‾o‾‾n‾‾c‾‾r‾‾e‾‾t‾‾i‾‾o‾‾n‾‾ ‾‾l‾‾‾‾l‾‾‾‾l‾‾concr [77, 89, 1340, 94]
transition-row: ‾‾l‾‾‾‾l‾‾‾‾l‾‾l‾‾e‾‾x‾‾i‾‾c‾‾a‾‾l‾‾ l‾‾e‾‾x‾‾i‾‾c‾‾a‾‾l‾‾ concretion lexical concretion lexical ‾‾l‾‾l‾‾l‾‾l lexical c‾‾o‾‾n‾‾c‾‾r‾‾e‾‾t‾‾i‾‾o‾‾n‾‾ \ \ \ \ c‾‾o‾‾n‾‾c‾‾r‾‾e‾‾t‾‾i‾‾o‾‾n‾‾ c‾‾o‾‾n‾‾c‾‾r‾‾e‾‾t‾‾i‾‾o‾‾n‾‾ ‾‾l‾‾l‾‾l‾‾l lexical concretion \ \ [77, 823, 1745, 836]
texture-row-lower: c‾‾o‾‾n‾‾c‾‾r‾‾e‾‾t‾‾i‾‾o‾‾n‾‾ lexical concretion lexical concretion c‾‾o‾‾n‾‾c‾‾r‾‾e‾‾t‾‾i‾‾o‾‾n‾‾ l‾‾e‾‾x‾‾i‾‾c‾‾a‾‾l‾‾ lexical concretion lexical concretion l‾‾e‾‾x‾‾i‾‾c‾‾a‾‾l‾‾ concretion \ \ \ \ lexical c‾‾o‾‾n‾‾c‾‾r‾‾e‾‾t‾‾i‾‾o‾‾n‾‾ ‾‾l‾‾l‾‾l‾‾l lexical concretion lexical concretion \ \ \ \ l‾‾e‾‾x‾‾i‾‾c‾‾a‾‾l‾‾ l‾‾e‾‾x‾‾i‾‾c‾‾a‾‾l‾‾ l‾‾e‾‾x‾‾i‾‾c‾‾a‾‾l‾‾ ‾‾l‾‾‾‾l‾‾‾‾l‾‾\ \ \ \ lexical lexical ‾‾l‾‾‾‾l [77, 1324, 1761, 1332]
texture-row: \ \ \ \ lexical ‾‾l‾‾l‾‾l‾‾l ‾‾l‾‾l‾‾l‾‾l ‾‾l‾‾‾‾l‾‾‾‾l‾‾lexical concretion c‾‾o‾‾n‾‾c‾‾r‾‾e‾‾t‾‾i‾‾o‾‾n‾‾ concretion lexical ‾‾l‾‾l‾‾l‾‾l lexical ‾‾l‾‾l‾‾l‾‾l ‾‾l‾‾‾‾l‾‾‾‾l‾‾concretion l‾‾e‾‾x‾‾i‾‾c‾‾a‾‾l‾‾ ‾‾l‾‾‾‾l‾‾‾‾l‾‾concretion l‾‾e‾‾x‾‾i‾‾c‾‾a‾‾l‾‾ lexical \ \ \ \ ‾‾l‾‾‾‾l‾‾‾‾l‾‾c‾‾o‾‾n‾‾c‾‾r‾‾e‾‾t‾‾i‾‾o‾‾n‾‾ ‾‾l‾‾‾‾l‾‾‾‾l‾‾\ \ \ \ \ \ \ \ concretion c‾‾o‾‾n‾‾c‾‾r‾‾e‾‾t‾‾i‾‾o‾‾n‾‾ c‾‾o‾‾n‾‾c‾‾r‾‾e‾‾t‾‾i‾‾ [77, 703, 1340, 708]
texture-row: l‾‾e‾‾x‾‾i‾‾c‾‾a‾‾l‾‾ \ \ \ \ concretion lexical lexical ‾‾l‾‾l‾‾l‾‾l c‾‾o‾‾n‾‾c‾‾r‾‾e‾‾t‾‾i‾‾o‾‾n‾‾ ‾‾l‾‾l‾‾l‾‾l lexical concretion c‾‾o‾‾n‾‾c‾‾r‾‾e‾‾t‾‾i‾‾o‾‾n‾‾ c‾‾o‾‾n‾‾c‾‾r‾‾e‾‾t‾‾i‾‾o‾‾n‾‾ concretion ‾‾l‾‾‾‾l‾‾‾‾l‾‾concretion l‾‾e‾‾x‾‾i‾‾c‾‾a‾‾l‾‾ ‾‾l‾‾l‾‾l‾‾l l‾‾e‾‾x‾‾i‾‾c‾‾a‾‾l‾‾ lexical \ \ \ \ concretion concretion c‾‾o‾‾n‾‾c‾‾r‾‾e‾‾t‾‾i‾‾o‾‾n‾‾ l‾‾e‾‾x‾‾i‾‾c‾‾a‾‾l‾‾ ‾‾l‾‾l‾‾l‾‾l lexical concretion [77, 490, 1340, 496]
texture-row: c‾‾o‾‾n‾‾c‾‾r‾‾e‾‾t‾‾i‾‾o‾‾n‾‾ lexical concretion concretion concretion ‾‾l‾‾‾‾l‾‾‾‾l‾‾l‾‾e‾‾x‾‾i‾‾c‾‾a‾‾l‾‾ lexical concretion ‾‾l‾‾l‾‾l‾‾l lexical \ \ \ \ c‾‾o‾‾n‾‾c‾‾r‾‾e‾‾t‾‾i‾‾o‾‾n‾‾ \ \ \ \ concretion lexical concretion \ \ \ \ ‾‾l‾‾‾‾l‾‾‾‾l‾‾lexical ‾‾l‾‾‾‾l‾‾‾‾l‾‾concretion ‾‾l‾‾l‾‾l‾‾l \ \ \ \ concretion lexical \ \ \ \ l‾‾e‾‾x‾‾i‾‾c‾‾a‾‾l‾‾ \ \ \ \ ‾‾l‾‾l‾‾l‾‾l \ \ \ \ concretion \ \ \ \ \ \ \ \ c‾‾o‾‾n [77, 674, 1340, 679]
texture-row-footer: ‾‾l‾‾l‾‾l‾‾l concretion ‾‾l‾‾l‾‾l‾‾l ‾‾l‾‾‾‾l‾‾‾‾l‾‾lexical lexical ‾‾l‾‾‾‾l‾‾‾‾l‾‾‾‾l‾‾l‾‾l‾‾l \ \ \ \ lexical lexical concretion concretion c‾‾o‾‾n‾‾c‾‾r‾‾e‾‾t‾‾i‾‾o‾‾n‾‾ concretion ‾‾l‾‾l‾‾l‾‾l ‾‾l‾‾‾‾l‾‾‾‾l‾‾‾‾l‾‾l‾‾l‾‾l \ \ \ \ l‾‾e‾‾x‾‾i‾‾c‾‾a‾‾l‾‾ ‾‾l‾‾l‾‾l‾‾l l‾‾e‾‾x‾‾i‾‾c‾‾a‾‾l‾‾ ‾‾l‾‾l‾‾l‾‾l ‾‾l‾‾l‾‾l‾‾l lexical \ \ \ \ l‾‾e‾‾x‾‾i‾‾c‾‾a‾‾l‾‾ c‾‾o‾‾n‾‾c‾‾r‾‾e‾‾t‾‾i‾‾o‾‾n‾‾ ‾‾l‾‾‾‾l‾‾‾‾l‾‾l‾‾e‾‾x‾‾i‾‾c‾‾ [77, 1497, 1340, 1502]
texture-row: lexical c‾‾o‾‾n‾‾c‾‾r‾‾e‾‾t‾‾i‾‾o‾‾n‾‾ l‾‾e‾‾x‾‾i‾‾c‾‾a‾‾l‾‾ ‾‾l‾‾‾‾l‾‾‾‾l‾‾‾‾l‾‾‾‾l‾‾‾‾l‾‾c‾‾o‾‾n‾‾c‾‾r‾‾e‾‾t‾‾i‾‾o‾‾n‾‾ concretion \ \ \ \ lexical concretion l‾‾e‾‾x‾‾i‾‾c‾‾a‾‾l‾‾ lexical concretion lexical l‾‾e‾‾x‾‾i‾‾c‾‾a‾‾l‾‾ lexical ‾‾l‾‾l‾‾l‾‾l \ \ \ \ \ \ \ \ lexical ‾‾l‾‾‾‾l‾‾‾‾l‾‾lexical lexical concretion ‾‾l‾‾l‾‾l‾‾l \ \ \ \ \ \ \ \ lexical c‾‾o‾‾n‾‾c‾‾r‾‾e‾‾t‾‾i‾‾o‾‾n‾‾ ‾‾l‾‾‾‾l‾‾‾‾l‾‾l‾‾e‾‾x‾‾i‾‾c [77, 496, 1340, 501]
texture-row-lower: l‾‾e‾‾x‾‾i‾‾c‾‾a‾‾l‾‾ l‾‾e‾‾x‾‾i‾‾c‾‾a‾‾l‾‾ \ \ \ \ ‾‾l‾‾‾‾l‾‾‾‾l‾‾‾‾l‾‾‾‾l‾‾‾‾l‾‾c‾‾o‾‾n‾‾c‾‾r‾‾e‾‾t‾‾i‾‾o‾‾n‾‾ lexical l‾‾e‾‾x‾‾i‾‾c‾‾a‾‾l‾‾ lexical \ \ \ \ ‾‾l‾‾l‾‾l‾‾l c‾‾o‾‾n‾‾c‾‾r‾‾e‾‾t‾‾i‾‾o‾‾n‾‾ ‾‾l‾‾l‾‾l‾‾l ‾‾l‾‾‾‾l‾‾‾‾l‾‾concretion lexical concretion ‾‾l‾‾‾‾l‾‾‾‾l‾‾lexical concretion c‾‾o‾‾n‾‾c‾‾r‾‾e‾‾t‾‾i‾‾o‾‾n‾‾ concretion lexical lexical concretion l‾‾e‾‾x‾‾i‾‾c‾‾a‾‾l‾‾ ‾‾l‾‾l‾‾l‾‾l l‾‾e‾‾x‾‾i‾‾c‾ [77, 1064, 1340, 1069]
texture-row: lexical lexical lexical l‾‾e‾‾x‾‾i‾‾c‾‾a‾‾l‾‾ \ \ \ \ c‾‾o‾‾n‾‾c‾‾r‾‾e‾‾t‾‾i‾‾o‾‾n‾‾ \ \ \ \ ‾‾l‾‾l‾‾l‾‾l lexical concretion concretion \ \ \ \ ‾‾l‾‾‾‾l‾‾‾‾l‾‾lexical concretion l‾‾e‾‾x‾‾i‾‾c‾‾a‾‾l‾‾ l‾‾e‾‾x‾‾i‾‾c‾‾a‾‾l‾‾ lexical \ \ \ \ lexical lexical ‾‾l‾‾l‾‾l‾‾l c‾‾o‾‾n‾‾c‾‾r‾‾e‾‾t‾‾i‾‾o‾‾n‾‾ l‾‾e‾‾x‾‾i‾‾c‾‾a‾‾l‾‾ c‾‾o‾‾n‾‾c‾‾r‾‾e‾‾t‾‾i‾‾o‾‾n‾‾ lexical concretion c‾‾o‾‾n‾‾c‾‾r‾‾e‾‾t‾‾i‾‾o‾‾n‾‾ ‾‾l‾‾l‾‾l‾‾ [77, 446, 1340, 451]
texture-row-lower: ‾‾l‾‾‾‾l‾‾‾‾l‾‾‾‾l‾‾l‾‾l‾‾l lexical concretion concretion lexical concretion lexical lexical \ \ \ \ \ \ \ \ ‾‾l‾‾‾‾l‾‾‾‾l‾‾c‾‾o‾‾n‾‾c‾‾r‾‾e‾‾t‾‾i‾‾o‾‾n‾‾ lexical ‾‾l‾‾‾‾l‾‾‾‾l‾‾\ \ \ \ lexical concretion lexical concretion concretion concretion lexical concretion l‾‾e‾‾x‾‾i‾‾c‾‾a‾‾l‾‾ ‾‾l‾‾‾‾l‾‾‾‾l‾‾\ \ \ \ lexical concretion \ \ \ \ l‾‾e‾‾x‾‾i‾‾c‾‾a‾‾l‾‾ c‾‾o‾‾n‾‾c‾‾r‾‾e‾‾t‾‾i‾‾o‾‾n‾‾ lexical concretion ‾‾l‾‾‾‾ [77, 1137, 1340, 1142]
texture-row: lexical concretion \ \ \ \ lexical lexical concretion lexical \ \ \ \ \ \ \ \ ‾‾l‾‾l‾‾l‾‾l l‾‾e‾‾x‾‾i‾‾c‾‾a‾‾l‾‾ lexical concretion ‾‾l‾‾l‾‾l‾‾l ‾‾l‾‾‾‾l‾‾‾‾l‾‾\ \ \ \ ‾‾l‾‾l‾‾l‾‾l lexical concretion lexical concretion l‾‾e‾‾x‾‾i‾‾c‾‾a‾‾l‾‾ c‾‾o‾‾n‾‾c‾‾r‾‾e‾‾t‾‾i‾‾o‾‾n‾‾ lexical ‾‾l‾‾l‾‾l‾‾l ‾‾l‾‾l‾‾l‾‾l ‾‾l‾‾l‾‾l‾‾l ‾‾l‾‾l‾‾l‾‾l \ \ \ \ lexical concretion ‾‾l‾‾‾‾l‾‾‾‾l‾‾\ \ \ \ ‾‾l‾‾‾‾l‾‾‾‾l‾‾‾‾l‾‾l‾‾l‾‾l ‾‾l‾‾‾‾ [77, 685, 1340, 690]
texture-row: l‾‾e‾‾x‾‾i‾‾c‾‾a‾‾l‾‾ \ \ \ \ ‾‾l‾‾l‾‾l‾‾l lexical concretion lexical ‾‾l‾‾‾‾l‾‾‾‾l‾‾l‾‾e‾‾x‾‾i‾‾c‾‾a‾‾l‾‾ ‾‾l‾‾l‾‾l‾‾l lexical l‾‾e‾‾x‾‾i‾‾c‾‾a‾‾l‾‾ ‾‾l‾‾l‾‾l‾‾l ‾‾l‾‾‾‾l‾‾‾‾l‾‾‾‾l‾‾‾‾l‾‾‾‾l‾‾\ \ \ \ \ \ \ \ \ \ \ \ \ \ \ \ lexical l‾‾e‾‾x‾‾i‾‾c‾‾a‾‾l‾‾ lexical ‾‾l‾‾‾‾l‾‾‾‾l‾‾l‾‾e‾‾x‾‾i‾‾c‾‾a‾‾l‾‾ l‾‾e‾‾x‾‾i‾‾c‾‾a‾‾l‾‾ l‾‾e‾‾x‾‾i‾‾c‾‾a‾‾l‾‾ ‾‾l‾‾l‾‾l‾‾l c‾‾o‾‾n‾‾c‾‾r‾‾e‾‾t‾‾i‾‾o‾‾n‾‾ c‾‾o‾‾n‾‾c‾‾r‾‾e‾‾t‾‾i‾‾ [77, 574, 1340, 580]
texture-row: l‾‾e‾‾x‾‾i‾‾c‾‾a‾‾l‾‾ concretion c‾‾o‾‾n‾‾c‾‾r‾‾e‾‾t‾‾i‾‾o‾‾n‾‾ concretion c‾‾o‾‾n‾‾c‾‾r‾‾e‾‾t‾‾i‾‾o‾‾n‾‾ l‾‾e‾‾x‾‾i‾‾c‾‾a‾‾l‾‾ c‾‾o‾‾n‾‾c‾‾r‾‾e‾‾t‾‾i‾‾o‾‾n‾‾ \ \ \ \ concretion ‾‾l‾‾l‾‾l‾‾l l‾‾e‾‾x‾‾i‾‾c‾‾a‾‾l‾‾ ‾‾l‾‾‾‾l‾‾‾‾l‾‾‾‾l‾‾l‾‾l‾‾l l‾‾e‾‾x‾‾i‾‾c‾‾a‾‾l‾‾ ‾‾l‾‾l‾‾l‾‾l \ \ \ \ lexical concretion ‾‾l‾‾l‾‾l‾‾l ‾‾l‾‾‾‾l‾‾‾‾l‾‾lexical concretion c‾‾o‾‾n‾‾c‾‾r‾‾e‾‾t‾‾i‾‾o‾‾n‾‾ ‾‾l‾‾l‾‾l‾‾l ‾‾l‾‾‾‾l‾‾‾‾l‾‾lex [77, 438, 1761, 446]
texture-row-lower: lexical concretion c‾‾o‾‾n‾‾c‾‾r‾‾e‾‾t‾‾i‾‾o‾‾n‾‾ c‾‾o‾‾n‾‾c‾‾r‾‾e‾‾t‾‾i‾‾o‾‾n‾‾ concretion ‾‾l‾‾‾‾l‾‾‾‾l‾‾‾‾l‾‾l‾‾l‾‾l \ \ \ \ ‾‾l‾‾l‾‾l‾‾l l‾‾e‾‾x‾‾i‾‾c‾‾a‾‾l‾‾ l‾‾e‾‾x‾‾i‾‾c‾‾a‾‾l‾‾ lexical lexical lexical concretion concretion ‾‾l‾‾l‾‾l‾‾l concretion ‾‾l‾‾‾‾l‾‾‾‾l‾‾lexical concretion l‾‾e‾‾x‾‾i‾‾c‾‾a‾‾l‾‾ l‾‾e‾‾x‾‾i‾‾c‾‾a‾‾l‾‾ l‾‾e‾‾x‾‾i‾‾c‾‾a‾‾l‾‾ concretion concretion ‾‾l‾‾l‾‾l‾‾l l‾‾e‾‾x‾‾i‾‾c‾‾a‾‾l‾‾ [77, 1269, 1340, 1274]
texture-row: l‾‾e‾‾x‾‾i‾‾c‾‾a‾‾l‾‾ lexical concretion \ \ \ \ ‾‾l‾‾‾‾l‾‾‾‾l‾‾\ \ \ \ ‾‾l‾‾l‾‾l‾‾l lexical ‾‾l‾‾‾‾l‾‾‾‾l‾‾\ \ \ \ \ \ \ \ \ \ \ \ lexical l‾‾e‾‾x‾‾i‾‾c‾‾a‾‾l‾‾ lexical concretion c‾‾o‾‾n‾‾c‾‾r‾‾e‾‾t‾‾i‾‾o‾‾n‾‾ ‾‾l‾‾l‾‾l‾‾l l‾‾e‾‾x‾‾i‾‾c‾‾a‾‾l‾‾ lexical concretion ‾‾l‾‾‾‾l‾‾‾‾l‾‾l‾‾e‾‾x‾‾i‾‾c‾‾a‾‾l‾‾ ‾‾l‾‾‾‾l‾‾‾‾l‾‾‾‾l‾‾‾‾l‾‾‾‾l‾‾c‾‾o‾‾n‾‾c‾‾r‾‾e‾‾t‾‾i‾‾o‾‾n‾‾ ‾‾l‾‾l‾‾l‾‾l c‾‾o‾‾n‾‾c‾‾r‾‾e‾‾t‾‾i‾‾o‾‾n‾‾ \ \ \ [77, 614, 1340, 619]
texture-row-lower: concretion lexical concretion concretion ‾‾l‾‾l‾‾l‾‾l \ \ \ \ ‾‾l‾‾l‾‾l‾‾l l‾‾e‾‾x‾‾i‾‾c‾‾a‾‾l‾‾ concretion ‾‾l‾‾‾‾l‾‾‾‾l‾‾c‾‾o‾‾n‾‾c‾‾r‾‾e‾‾t‾‾i‾‾o‾‾n‾‾ lexical concretion lexical concretion \ \ \ \ l‾‾e‾‾x‾‾i‾‾c‾‾a‾‾l‾‾ c‾‾o‾‾n‾‾c‾‾r‾‾e‾‾t‾‾i‾‾o‾‾n‾‾ ‾‾l‾‾l‾‾l‾‾l ‾‾l‾‾‾‾l‾‾‾‾l‾‾‾‾l‾‾l‾‾l‾‾l ‾‾l‾‾‾‾l‾‾‾‾l‾‾lexical concretion ‾‾l‾‾‾‾l‾‾‾‾l‾‾lexical concretion c‾‾o‾‾n‾‾c‾‾r‾‾e‾‾t‾‾i‾‾o‾‾n‾‾ concretion c‾‾o‾‾n‾‾c‾ [77, 1025, 1761, 1032]
footer-line-2: lexical con‾‾c‾‾r‾‾etion \ \ \ \‾‾l‾‾l‾‾l‾‾l\ \ \ \ \ lexical concre‾‾t‾‾i‾‾o‾‾n‾‾ ‾‾l‾‾l‾‾l‾‾l‾‾l‾‾l‾‾l‾‾l‾‾l‾‾lexical [77, 1366, 853, 1378]
texture-row-lower: ‾‾l‾‾l‾‾l‾‾l \ \ \ \ concretion lexical lexical concretion lexical concretion lexical concretion ‾‾l‾‾l‾‾l‾‾l lexical concretion lexical concretion lexical ‾‾l‾‾l‾‾l‾‾l ‾‾l‾‾‾‾l‾‾‾‾l‾‾‾‾l‾‾l‾‾l‾‾l ‾‾l‾‾‾‾l‾‾‾‾l‾‾\ \ \ \ lexical ‾‾l‾‾l‾‾l‾‾l concretion lexical concretion \ \ \ \ c‾‾o‾‾n‾‾c‾‾r‾‾e‾‾t‾‾i‾‾o‾‾n‾‾ ‾‾l‾‾l‾‾l‾‾l l‾‾e‾‾x‾‾i‾‾c‾‾a‾‾l‾‾ ‾‾l‾‾‾‾l‾‾‾‾l‾‾‾‾l‾‾l‾‾l‾‾l ‾‾l‾‾‾‾l‾‾‾‾l‾‾\ \ \ \ lexical ‾‾l‾‾‾‾l‾‾‾‾l‾ [77, 1308, 1340, 1314]
texture-row-lower: concretion l‾‾e‾‾x‾‾i‾‾c‾‾a‾‾l‾‾ c‾‾o‾‾n‾‾c‾‾r‾‾e‾‾t‾‾i‾‾o‾‾n‾‾ ‾‾l‾‾‾‾l‾‾‾‾l‾‾lexical concretion lexical \ \ \ \ lexical concretion lexical lexical lexical ‾‾l‾‾‾‾l‾‾‾‾l‾‾‾‾l‾‾‾‾l‾‾‾‾l‾‾\ \ \ \ \ \ \ \ c‾‾o‾‾n‾‾c‾‾r‾‾e‾‾t‾‾i‾‾o‾‾n‾‾ concretion ‾‾l‾‾l‾‾l‾‾l concretion ‾‾l‾‾l‾‾l‾‾l \ \ \ \ \ \ \ \ \ \ \ \ ‾‾l‾‾‾‾l‾‾‾‾l‾‾lexical l‾‾e‾‾x‾‾i‾‾c‾‾a‾‾l‾‾ lexical concretion ‾‾l‾‾l‾‾l‾‾l concretion lexical concretion ‾‾l [77, 1098, 1340, 1103]
texture-row-lower: ‾‾l‾‾‾‾l‾‾‾‾l‾‾c‾‾o‾‾n‾‾c‾‾r‾‾e‾‾t‾‾i‾‾o‾‾n‾‾ lexical concretion concretion lexical ‾‾l‾‾‾‾l‾‾‾‾l‾‾c‾‾o‾‾n‾‾c‾‾r‾‾e‾‾t‾‾i‾‾o‾‾n‾‾ ‾‾l‾‾‾‾l‾‾‾‾l‾‾l‾‾e‾‾x‾‾i‾‾c‾‾a‾‾l‾‾ c‾‾o‾‾n‾‾c‾‾r‾‾e‾‾t‾‾i‾‾o‾‾n‾‾ c‾‾o‾‾n‾‾c‾‾r‾‾e‾‾t‾‾i‾‾o‾‾n‾‾ ‾‾l‾‾l‾‾l‾‾l ‾‾l‾‾l‾‾l‾‾l \ \ \ \ lexical lexical concretion concretion lexical concretion lexical lexical concretion ‾‾l‾‾l‾‾l‾‾l lexical concretion concretion lexical concretion ‾‾l‾‾‾ [77, 1108, 1340, 1114]
texture-row: lexical concretion l‾‾e‾‾x‾‾i‾‾c‾‾a‾‾l‾‾ concretion l‾‾e‾‾x‾‾i‾‾c‾‾a‾‾l‾‾ ‾‾l‾‾‾‾l‾‾‾‾l‾‾\ \ \ \ \ \ \ \ ‾‾l‾‾l‾‾l‾‾l lexical ‾‾l‾‾l‾‾l‾‾l \ \ \ \ \ \ \ \ l‾‾e‾‾x‾‾i‾‾c‾‾a‾‾l‾‾ c‾‾o‾‾n‾‾c‾‾r‾‾e‾‾t‾‾i‾‾o‾‾n‾‾ lexical ‾‾l‾‾‾‾l‾‾‾‾l‾‾lexical concretion ‾‾l‾‾‾‾l‾‾‾‾l‾‾lexical concretion ‾‾l‾‾l‾‾l‾‾l ‾‾l‾‾l‾‾l‾‾l c‾‾o‾‾n‾‾c‾‾r‾‾e‾‾t‾‾i‾‾o‾‾n‾‾ c‾‾o‾‾n‾‾c‾‾r‾‾e‾‾t‾‾i‾‾o‾‾n‾‾ \ \ \ \ lexical lexical concretion lexical [77, 191, 1340, 196]
texture-row: ‾‾l‾‾‾‾l‾‾‾‾l‾‾lexical concretion concretion l‾‾e‾‾x‾‾i‾‾c‾‾a‾‾l‾‾ concretion l‾‾e‾‾x‾‾i‾‾c‾‾a‾‾l‾‾ \ \ \ \ c‾‾o‾‾n‾‾c‾‾r‾‾e‾‾t‾‾i‾‾o‾‾n‾‾ ‾‾l‾‾‾‾l‾‾‾‾l‾‾lexical concretion ‾‾l‾‾‾‾l‾‾‾‾l‾‾‾‾l‾‾‾‾l‾‾‾‾l‾‾lexical concretion l‾‾e‾‾x‾‾i‾‾c‾‾a‾‾l‾‾ lexical c‾‾o‾‾n‾‾c‾‾r‾‾e‾‾t‾‾i‾‾o‾‾n‾‾ ‾‾l‾‾l‾‾l‾‾l lexical c‾‾o‾‾n‾‾c‾‾r‾‾e‾‾t‾‾i‾‾o‾‾n‾‾ ‾‾l‾‾‾‾l‾‾‾‾l‾‾l‾‾e‾‾x‾‾i‾‾c‾‾a‾‾l‾‾ lexical ‾‾l‾‾‾‾l‾‾‾‾l‾‾lexical concretion [77, 690, 1761, 697]
texture-row: \ \ \ \ lexical concretion \ \ \ \ c‾‾o‾‾n‾‾c‾‾r‾‾e‾‾t‾‾i‾‾o‾‾n‾‾ ‾‾l‾‾‾‾l‾‾‾‾l‾‾\ \ \ \ l‾‾e‾‾x‾‾i‾‾c‾‾a‾‾l‾‾ l‾‾e‾‾x‾‾i‾‾c‾‾a‾‾l‾‾ ‾‾l‾‾‾‾l‾‾‾‾l‾‾‾‾l‾‾‾‾l‾‾‾‾l‾‾\ \ \ \ \ \ \ \ c‾‾o‾‾n‾‾c‾‾r‾‾e‾‾t‾‾i‾‾o‾‾n‾‾ lexical concretion concretion c‾‾o‾‾n‾‾c‾‾r‾‾e‾‾t‾‾i‾‾o‾‾n‾‾ l‾‾e‾‾x‾‾i‾‾c‾‾a‾‾l‾‾ concretion c‾‾o‾‾n‾‾c‾‾r‾‾e‾‾t‾‾i‾‾o‾‾n‾‾ ‾‾l‾‾‾‾l‾‾‾‾l‾‾‾‾l‾‾l‾‾l‾‾l ‾‾l‾‾‾‾l‾‾‾‾l‾‾‾‾l‾‾l‾‾l‾‾l lexical \ \ \ \ concre [77, 606, 1761, 614]
texture-row: ‾‾l‾‾l‾‾l‾‾l ‾‾l‾‾l‾‾l‾‾l c‾‾o‾‾n‾‾c‾‾r‾‾e‾‾t‾‾i‾‾o‾‾n‾‾ lexical concretion c‾‾o‾‾n‾‾c‾‾r‾‾e‾‾t‾‾i‾‾o‾‾n‾‾ ‾‾l‾‾‾‾l‾‾‾‾l‾‾l‾‾e‾‾x‾‾i‾‾c‾‾a‾‾l‾‾ ‾‾l‾‾‾‾l‾‾‾‾l‾‾‾‾l‾‾‾‾l‾‾‾‾l‾‾l‾‾e‾‾x‾‾i‾‾c‾‾a‾‾l‾‾ concretion \ \ \ \ lexical concretion c‾‾o‾‾n‾‾c‾‾r‾‾e‾‾t‾‾i‾‾o‾‾n‾‾ l‾‾e‾‾x‾‾i‾‾c‾‾a‾‾l‾‾ lexical concretion ‾‾l‾‾‾‾l‾‾‾‾l‾‾‾‾l‾‾l‾‾l‾‾l l‾‾e‾‾x‾‾i‾‾c‾‾a‾‾l‾‾ lexical c‾‾o‾‾n‾‾c‾‾r‾‾e‾‾t‾‾i‾‾o‾‾n‾‾ concretion lexica [77, 417, 1340, 422]
texture-row-lower: ‾‾l‾‾‾‾l‾‾‾‾l‾‾lexical ‾‾l‾‾‾‾l‾‾‾‾l‾‾\ \ \ \ concretion c‾‾o‾‾n‾‾c‾‾r‾‾e‾‾t‾‾i‾‾o‾‾n‾‾ c‾‾o‾‾n‾‾c‾‾r‾‾e‾‾t‾‾i‾‾o‾‾n‾‾ lexical concretion ‾‾l‾‾‾‾l‾‾‾‾l‾‾\ \ \ \ l‾‾e‾‾x‾‾i‾‾c‾‾a‾‾l‾‾ c‾‾o‾‾n‾‾c‾‾r‾‾e‾‾t‾‾i‾‾o‾‾n‾‾ ‾‾l‾‾‾‾l‾‾‾‾l‾‾lexical ‾‾l‾‾‾‾l‾‾‾‾l‾‾c‾‾o‾‾n‾‾c‾‾r‾‾e‾‾t‾‾i‾‾o‾‾n‾‾ c‾‾o‾‾n‾‾c‾‾r‾‾e‾‾t‾‾i‾‾o‾‾n‾‾ lexical concretion ‾‾l‾‾l‾‾l‾‾l c‾‾o‾‾n‾‾c‾‾r‾‾e‾‾t‾‾i‾‾o‾‾n‾‾ \ \ \ \ concretion concretion lexica [77, 1214, 1340, 1219]
texture-row-lower: l‾‾e‾‾x‾‾i‾‾c‾‾a‾‾l‾‾ \ \ \ \ concretion c‾‾o‾‾n‾‾c‾‾r‾‾e‾‾t‾‾i‾‾o‾‾n‾‾ concretion ‾‾l‾‾l‾‾l‾‾l lexical concretion c‾‾o‾‾n‾‾c‾‾r‾‾e‾‾t‾‾i‾‾o‾‾n‾‾ concretion concretion lexical concretion lexical c‾‾o‾‾n‾‾c‾‾r‾‾e‾‾t‾‾i‾‾o‾‾n‾‾ concretion ‾‾l‾‾l‾‾l‾‾l lexical lexical concretion lexical concretion c‾‾o‾‾n‾‾c‾‾r‾‾e‾‾t‾‾i‾‾o‾‾n‾‾ ‾‾l‾‾l‾‾l‾‾l c‾‾o‾‾n‾‾c‾‾r‾‾e‾‾t‾‾i‾‾o‾‾n‾‾ ‾‾l‾‾l‾‾l‾‾l lexical \ \ \ \ lexical c‾‾o‾‾ [77, 1074, 1761, 1082]
texture-row: l‾‾e‾‾x‾‾i‾‾c‾‾a‾‾l‾‾ l‾‾e‾‾x‾‾i‾‾c‾‾a‾‾l‾‾ c‾‾o‾‾n‾‾c‾‾r‾‾e‾‾t‾‾i‾‾o‾‾n‾‾ l‾‾e‾‾x‾‾i‾‾c‾‾a‾‾l‾‾ ‾‾l‾‾l‾‾l‾‾l c‾‾o‾‾n‾‾c‾‾r‾‾e‾‾t‾‾i‾‾o‾‾n‾‾ l‾‾e‾‾x‾‾i‾‾c‾‾a‾‾l‾‾ c‾‾o‾‾n‾‾c‾‾r‾‾e‾‾t‾‾i‾‾o‾‾n‾‾ lexical concretion \ \ \ \ concretion ‾‾l‾‾‾‾l‾‾‾‾l‾‾c‾‾o‾‾n‾‾c‾‾r‾‾e‾‾t‾‾i‾‾o‾‾n‾‾ c‾‾o‾‾n‾‾c‾‾r‾‾e‾‾t‾‾i‾‾o‾‾n‾‾ lexical concretion ‾‾l‾‾l‾‾l‾‾l \ \ \ \ l‾‾e‾‾x‾‾i‾‾c‾‾a‾‾l‾‾ concretion lexical ‾‾l‾‾‾‾l‾‾‾‾l‾‾c‾‾o‾ [77, 319, 1340, 324]
large-line-1: ‾‾l‾‾e‾‾x‾‾i‾‾c‾‾a‾‾l‾‾ ‾‾c‾‾o‾‾n‾‾c‾‾r‾‾e‾‾t‾‾i‾‾o‾‾n‾‾ ‾‾l‾‾l‾‾l‾‾l‾‾l‾‾l‾‾l‾‾l‾‾l‾\ l e x i c a l‾‾ ‾‾c‾‾o‾‾n‾‾c‾‾r‾‾e‾‾t‾‾i‾‾o‾‾n‾‾ ‾‾l‾‾l‾‾l‾\ \ \ \ l e x [77, 905, 1627, 923]
texture-row-lower: ‾‾l‾‾‾‾l‾‾‾‾l‾‾‾‾l‾‾‾‾l‾‾‾‾l‾‾c‾‾o‾‾n‾‾c‾‾r‾‾e‾‾t‾‾i‾‾o‾‾n‾‾ c‾‾o‾‾n‾‾c‾‾r‾‾e‾‾t‾‾i‾‾o‾‾n‾‾ \ \ \ \ ‾‾l‾‾‾‾l‾‾‾‾l‾‾‾‾l‾‾‾‾l‾‾‾‾l‾‾lexical l‾‾e‾‾x‾‾i‾‾c‾‾a‾‾l‾‾ lexical c‾‾o‾‾n‾‾c‾‾r‾‾e‾‾t‾‾i‾‾o‾‾n‾‾ c‾‾o‾‾n‾‾c‾‾r‾‾e‾‾t‾‾i‾‾o‾‾n‾‾ \ \ \ \ concretion c‾‾o‾‾n‾‾c‾‾r‾‾e‾‾t‾‾i‾‾o‾‾n‾‾ c‾‾o‾‾n‾‾c‾‾r‾‾e‾‾t‾‾i‾‾o‾‾n‾‾ \ \ \ \ \ \ \ \ c‾‾o‾‾n‾‾c‾‾r‾‾e‾‾t‾‾i‾‾o‾‾n‾‾ lexical ‾‾l‾‾l‾‾l‾‾l c‾‾o‾‾n‾‾c‾‾r‾‾e‾‾t‾‾i‾‾o‾‾n‾‾ ‾ [77, 1037, 1340, 1042]
texture-row: concretion c‾‾o‾‾n‾‾c‾‾r‾‾e‾‾t‾‾i‾‾o‾‾n‾‾ lexical ‾‾l‾‾l‾‾l‾‾l ‾‾l‾‾l‾‾l‾‾l l‾‾e‾‾x‾‾i‾‾c‾‾a‾‾l‾‾ lexical lexical lexical concretion ‾‾l‾‾l‾‾l‾‾l lexical concretion c‾‾o‾‾n‾‾c‾‾r‾‾e‾‾t‾‾i‾‾o‾‾n‾‾ lexical \ \ \ \ ‾‾l‾‾‾‾l‾‾‾‾l‾‾lexical concretion ‾‾l‾‾‾‾l‾‾‾‾l‾‾lexical lexical concretion lexical concretion lexical concretion \ \ \ \ \ \ \ \ ‾‾l‾‾‾‾l‾‾‾‾l‾‾l‾‾e‾‾x‾‾i‾‾c‾‾a‾‾l‾‾ lexical concretion ‾‾l‾‾l‾‾l‾‾l l‾‾e‾ [77, 196, 2266, 206]
texture-row: c‾‾o‾‾n‾‾c‾‾r‾‾e‾‾t‾‾i‾‾o‾‾n‾‾ ‾‾l‾‾‾‾l‾‾‾‾l‾‾‾‾l‾‾‾‾l‾‾‾‾l‾‾‾‾l‾‾‾‾l‾‾‾‾l‾‾‾‾l‾‾l‾‾l‾‾l concretion lexical l‾‾e‾‾x‾‾i‾‾c‾‾a‾‾l‾‾ concretion l‾‾e‾‾x‾‾i‾‾c‾‾a‾‾l‾‾ ‾‾l‾‾‾‾l‾‾‾‾l‾‾lexical concretion ‾‾l‾‾l‾‾l‾‾l lexical concretion l‾‾e‾‾x‾‾i‾‾c‾‾a‾‾l‾‾ concretion c‾‾o‾‾n‾‾c‾‾r‾‾e‾‾t‾‾i‾‾o‾‾n‾‾ ‾‾l‾‾‾‾l‾‾‾‾l‾‾l‾‾e‾‾x‾‾i‾‾c‾‾a‾‾l‾‾ l‾‾e‾‾x‾‾i‾‾c‾‾a‾‾l‾‾ lexical concretion c‾‾o‾‾n‾‾c‾‾r‾‾e‾‾t‾‾i‾‾o‾‾n‾‾ ‾‾l‾‾l‾‾l‾ [77, 290, 1340, 296]
texture-row: \ \ \ \ lexical concretion lexical concretion c‾‾o‾‾n‾‾c‾‾r‾‾e‾‾t‾‾i‾‾o‾‾n‾‾ lexical concretion \ \ \ \ lexical concretion lexical c‾‾o‾‾n‾‾c‾‾r‾‾e‾‾t‾‾i‾‾o‾‾n‾‾ ‾‾l‾‾l‾‾l‾‾l lexical concretion lexical concretion ‾‾l‾‾l‾‾l‾‾l lexical concretion ‾‾l‾‾l‾‾l‾‾l lexical concretion l‾‾e‾‾x‾‾i‾‾c‾‾a‾‾l‾‾ concretion concretion ‾‾l‾‾‾‾l‾‾‾‾l‾‾\ \ \ \ ‾‾l‾‾l‾‾l‾‾l lexical concretion ‾‾l‾‾‾‾l‾‾‾‾l‾‾‾‾l‾‾‾‾l‾‾‾‾l‾‾c‾‾o‾‾n‾‾c‾ [77, 742, 2266, 752]
texture-row: ‾‾l‾‾l‾‾l‾‾l c‾‾o‾‾n‾‾c‾‾r‾‾e‾‾t‾‾i‾‾o‾‾n‾‾ ‾‾l‾‾l‾‾l‾‾l l‾‾e‾‾x‾‾i‾‾c‾‾a‾‾l‾‾ c‾‾o‾‾n‾‾c‾‾r‾‾e‾‾t‾‾i‾‾o‾‾n‾‾ c‾‾o‾‾n‾‾c‾‾r‾‾e‾‾t‾‾i‾‾o‾‾n‾‾ ‾‾l‾‾‾‾l‾‾‾‾l‾‾l‾‾e‾‾x‾‾i‾‾c‾‾a‾‾l‾‾ lexical \ \ \ \ l‾‾e‾‾x‾‾i‾‾c‾‾a‾‾l‾‾ ‾‾l‾‾l‾‾l‾‾l l‾‾e‾‾x‾‾i‾‾c‾‾a‾‾l‾‾ \ \ \ \ c‾‾o‾‾n‾‾c‾‾r‾‾e‾‾t‾‾i‾‾o‾‾n‾‾ ‾‾l‾‾l‾‾l‾‾l lexical \ \ \ \ ‾‾l‾‾l‾‾l‾‾l ‾‾l‾‾‾‾l‾‾‾‾l‾‾lexical concretion lexical ‾‾l‾‾‾‾l‾‾‾‾l‾‾‾‾l‾‾l‾‾l‾‾l concretion [77, 274, 2266, 284]
texture-row-lower: ‾‾l‾‾l‾‾l‾‾l ‾‾l‾‾l‾‾l‾‾l ‾‾l‾‾‾‾l‾‾‾‾l‾‾l‾‾e‾‾x‾‾i‾‾c‾‾a‾‾l‾‾ ‾‾l‾‾‾‾l‾‾‾‾l‾‾lexical concretion c‾‾o‾‾n‾‾c‾‾r‾‾e‾‾t‾‾i‾‾o‾‾n‾‾ ‾‾l‾‾l‾‾l‾‾l concretion ‾‾l‾‾‾‾l‾‾‾‾l‾‾concretion ‾‾l‾‾‾‾l‾‾‾‾l‾‾\ \ \ \ ‾‾l‾‾‾‾l‾‾‾‾l‾‾lexical concretion l‾‾e‾‾x‾‾i‾‾c‾‾a‾‾l‾‾ \ \ \ \ concretion l‾‾e‾‾x‾‾i‾‾c‾‾a‾‾l‾‾ c‾‾o‾‾n‾‾c‾‾r‾‾e‾‾t‾‾i‾‾o‾‾n‾‾ l‾‾e‾‾x‾‾i‾‾c‾‾a‾‾l‾‾ l‾‾e‾‾x‾‾i‾‾c‾‾a‾‾l‾‾ ‾‾l‾‾‾‾l‾‾‾‾l‾‾‾‾l‾‾l‾‾l‾‾l ‾‾l‾‾‾‾l‾‾‾‾ [77, 1153, 1340, 1158]
texture-row: l‾‾e‾‾x‾‾i‾‾c‾‾a‾‾l‾‾ lexical l‾‾e‾‾x‾‾i‾‾c‾‾a‾‾l‾‾ \ \ \ \ l‾‾e‾‾x‾‾i‾‾c‾‾a‾‾l‾‾ lexical lexical concretion concretion lexical concretion \ \ \ \ \ \ \ \ l‾‾e‾‾x‾‾i‾‾c‾‾a‾‾l‾‾ lexical concretion lexical ‾‾l‾‾‾‾l‾‾‾‾l‾‾‾‾l‾‾‾‾l‾‾‾‾l‾‾\ \ \ \ ‾‾l‾‾‾‾l‾‾‾‾l‾‾lexical lexical ‾‾l‾‾‾‾l‾‾‾‾l‾‾‾‾l‾‾‾‾l‾‾‾‾l‾‾‾‾l‾‾‾‾l‾‾‾‾l‾‾‾‾l‾‾l‾‾l‾‾l \ \ \ \ lexical concretion c‾‾o‾‾n‾‾c‾‾r‾‾e‾‾t‾‾i‾‾o‾‾n‾‾ l‾‾e‾‾x‾‾i‾‾c‾‾a‾‾l‾‾ con [77, 697, 1340, 703]
texture-row: lexical concretion lexical concretion c‾‾o‾‾n‾‾c‾‾r‾‾e‾‾t‾‾i‾‾o‾‾n‾‾ ‾‾l‾‾‾‾l‾‾‾‾l‾‾l‾‾e‾‾x‾‾i‾‾c‾‾a‾‾l‾‾ c‾‾o‾‾n‾‾c‾‾r‾‾e‾‾t‾‾i‾‾o‾‾n‾‾ \ \ \ \ lexical concretion concretion \ \ \ \ ‾‾l‾‾‾‾l‾‾‾‾l‾‾‾‾l‾‾‾‾l‾‾‾‾l‾‾‾‾l‾‾l‾‾l‾‾l \ \ \ \ \ \ \ \ lexical concretion concretion ‾‾l‾‾‾‾l‾‾‾‾l‾‾\ \ \ \ ‾‾l‾‾‾‾l‾‾‾‾l‾‾lexical l‾‾e‾‾x‾‾i‾‾c‾‾a‾‾l‾‾ c‾‾o‾‾n‾‾c‾‾r‾‾e‾‾t‾‾i‾‾o‾‾n‾‾ ‾‾l‾‾‾‾l‾‾‾‾l‾‾lexical lexical concretion ‾‾ [77, 763, 1340, 769]
texture-row: ‾‾l‾‾‾‾l‾‾‾‾l‾‾lexical concretion ‾‾l‾‾l‾‾l‾‾l concretion ‾‾l‾‾‾‾l‾‾‾‾l‾‾\ \ \ \ c‾‾o‾‾n‾‾c‾‾r‾‾e‾‾t‾‾i‾‾o‾‾n‾‾ ‾‾l‾‾l‾‾l‾‾l ‾‾l‾‾‾‾l‾‾‾‾l‾‾c‾‾o‾‾n‾‾c‾‾r‾‾e‾‾t‾‾i‾‾o‾‾n‾‾ concretion l‾‾e‾‾x‾‾i‾‾c‾‾a‾‾l‾‾ l‾‾e‾‾x‾‾i‾‾c‾‾a‾‾l‾‾ \ \ \ \ \ \ \ \ c‾‾o‾‾n‾‾c‾‾r‾‾e‾‾t‾‾i‾‾o‾‾n‾‾ lexical concretion \ \ \ \ lexical concretion lexical \ \ \ \ ‾‾l‾‾‾‾l‾‾‾‾l‾‾lexical concretion ‾‾l‾‾l‾‾l‾‾l \ \ \ \ concretion lexical concre [77, 212, 1340, 217]
